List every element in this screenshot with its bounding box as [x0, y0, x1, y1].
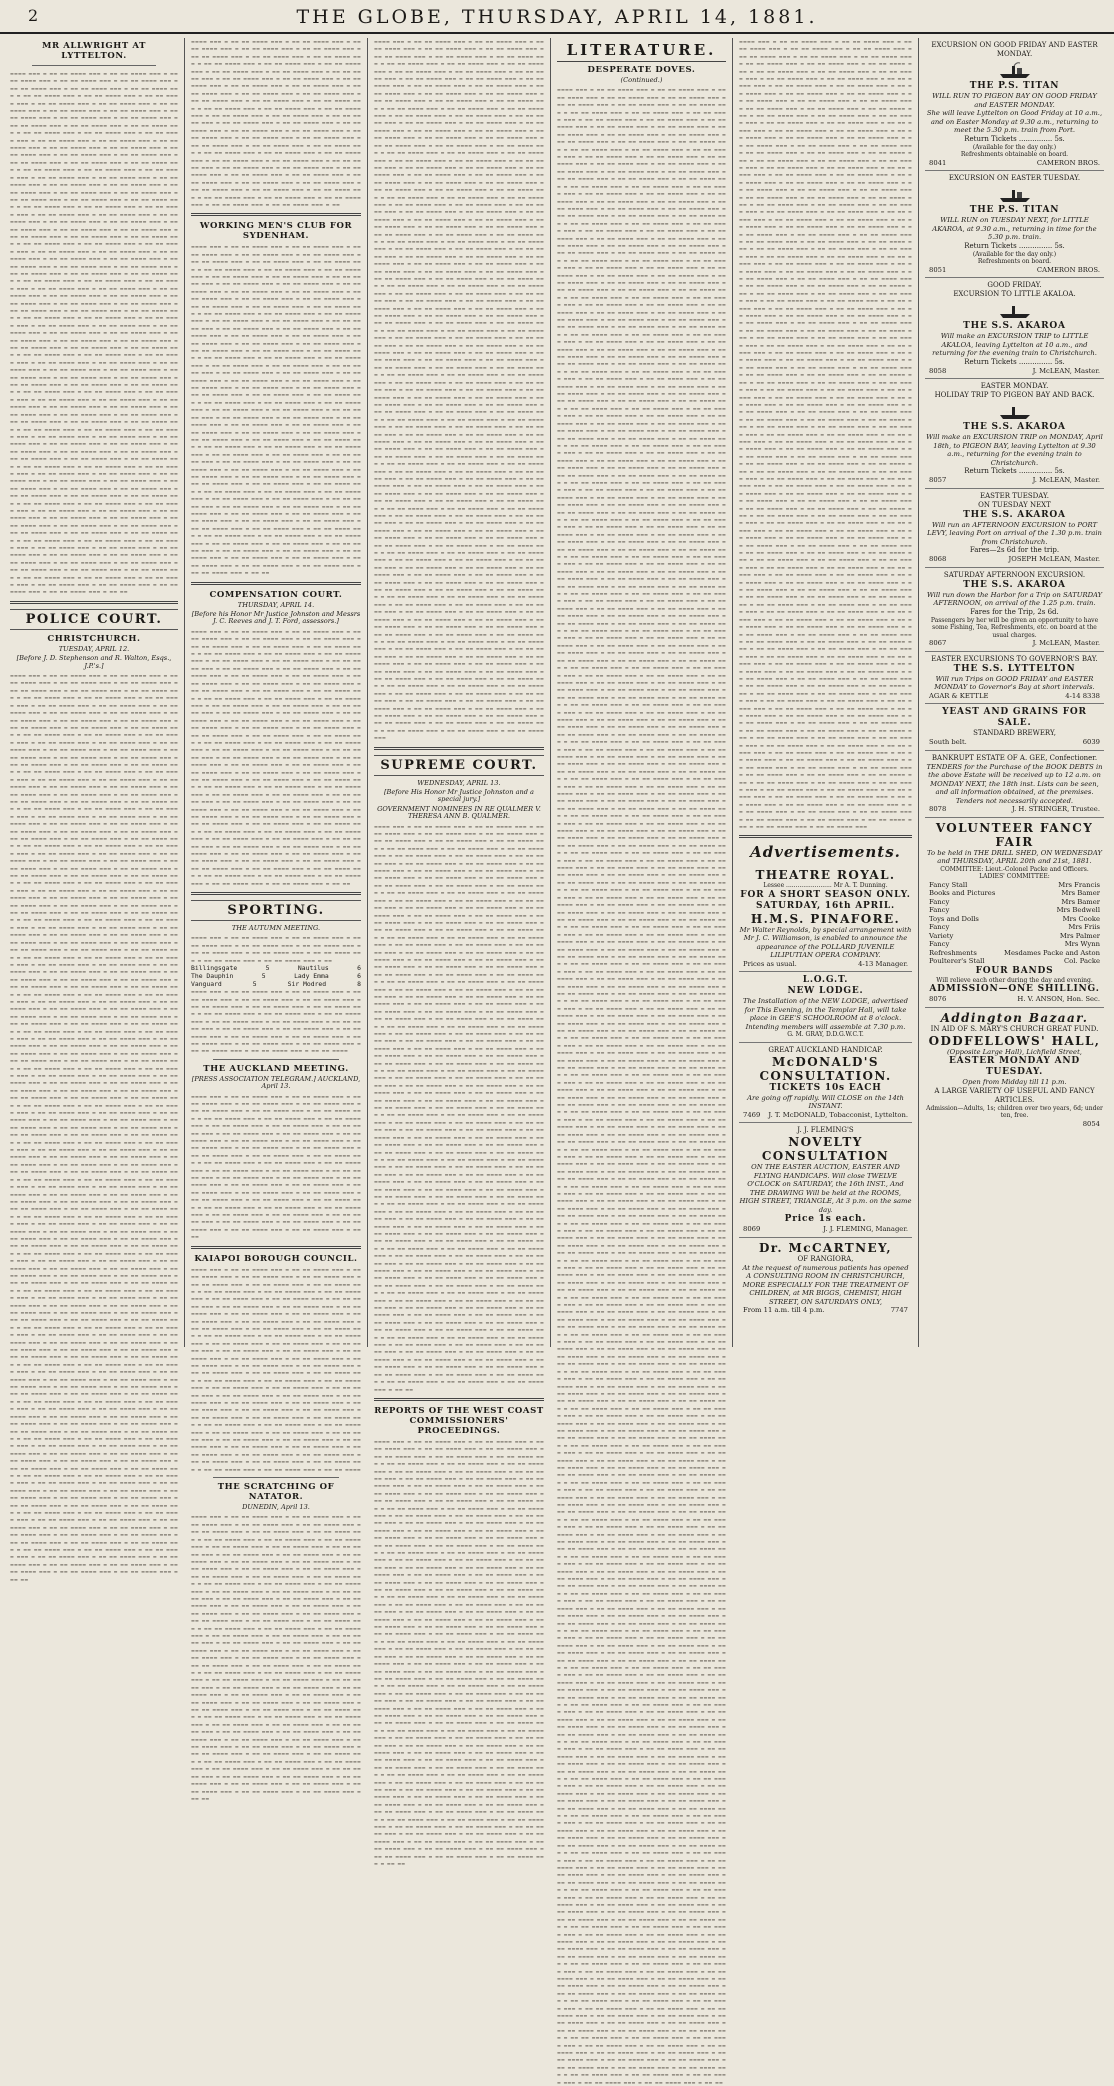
sporting-subheading: THE AUTUMN MEETING.: [231, 924, 321, 933]
compensation-court-bench: [Before his Honor Mr Justice Johnston and Messrs J. C. Reeves and J. T. Ford, assessors.]: [191, 610, 361, 626]
supreme-court-heading: SUPREME COURT.: [374, 755, 544, 776]
column-4: [550, 38, 732, 2085]
advertisements-heading: Advertisements.: [750, 843, 901, 862]
compensation-court-heading: COMPENSATION COURT.: [209, 589, 343, 600]
supreme-court-date: WEDNESDAY, APRIL 13.: [417, 778, 501, 787]
steamship-icon: [998, 301, 1032, 319]
kaiapoi-council-body: ▬▬▬▬ ▬▬▬ ▬ ▬▬ ▬▬ ▬▬▬▬ ▬▬▬ ▬ ▬▬ ▬▬ ▬▬▬▬ ▬▬▬ ▬ ▬▬ ▬▬ ▬▬▬▬ ▬▬▬ ▬ ▬▬ ▬▬ ▬▬▬▬ ▬▬▬ ▬ ▬▬ ▬▬ ▬▬▬▬ ▬▬▬ ▬ ▬▬ ▬▬ ▬▬▬▬ ▬▬▬ ▬ ▬▬ ▬▬ ▬▬▬▬ ▬▬▬ ▬ ▬▬ ▬▬ ▬▬▬▬ ▬▬▬ ▬ ▬▬ ▬▬ ▬▬▬▬ ▬▬▬ ▬ ▬▬ ▬▬ ▬▬▬▬ ▬▬▬ ▬ ▬▬ ▬▬ ▬▬▬▬ ▬▬▬ ▬ ▬▬ ▬▬ ▬▬▬▬ ▬▬▬ ▬ ▬▬ ▬▬ ▬▬▬▬ ▬▬▬ ▬ ▬▬ ▬▬ ▬▬▬▬ ▬▬▬ ▬ ▬▬ ▬▬ ▬▬▬▬ ▬▬▬ ▬ ▬▬ ▬▬ ▬▬▬▬ ▬▬▬ ▬ ▬▬ ▬▬ ▬▬▬▬ ▬▬▬ ▬ ▬▬ ▬▬ ▬▬▬▬ ▬▬▬ ▬ ▬▬ ▬▬ ▬▬▬▬ ▬▬▬ ▬ ▬▬ ▬▬ ▬▬▬▬ ▬▬▬ ▬ ▬▬ ▬▬ ▬▬▬▬ ▬▬▬ ▬ ▬▬ ▬▬ ▬▬▬▬ ▬▬▬ ▬ ▬▬ ▬▬ ▬▬▬▬ ▬▬▬ ▬ ▬▬ ▬▬ ▬▬▬▬ ▬▬▬ ▬ ▬▬ ▬▬ ▬▬▬▬ ▬▬▬ ▬ ▬▬ ▬▬ ▬▬▬▬ ▬▬▬ ▬ ▬▬ ▬▬ ▬▬▬▬ ▬▬▬ ▬ ▬▬ ▬▬ ▬▬▬▬ ▬▬▬ ▬ ▬▬ ▬▬ ▬▬▬▬ ▬▬▬ ▬ ▬▬ ▬▬ ▬▬▬▬ ▬▬▬ ▬ ▬▬ ▬▬ ▬▬▬▬ ▬▬▬ ▬ ▬▬ ▬▬ ▬▬▬▬ ▬▬▬ ▬ ▬▬ ▬▬ ▬▬▬▬ ▬▬▬ ▬ ▬▬ ▬▬ ▬▬▬▬ ▬▬▬ ▬ ▬▬ ▬▬ ▬▬▬▬ ▬▬▬ ▬ ▬▬ ▬▬ ▬▬▬▬ ▬▬▬ ▬ ▬▬ ▬▬ ▬▬▬▬ ▬▬▬ ▬ ▬▬ ▬▬ ▬▬▬▬ ▬▬▬ ▬ ▬▬ ▬▬ ▬▬▬▬ ▬▬▬ ▬ ▬▬ ▬▬ ▬▬▬▬ ▬▬▬ ▬ ▬▬ ▬▬ ▬▬▬▬ ▬▬▬ ▬ ▬▬ ▬▬ ▬▬▬▬ ▬▬▬ ▬ ▬▬ ▬▬ ▬▬▬▬ ▬▬▬ ▬ ▬▬ ▬▬ ▬▬▬▬ ▬▬▬ ▬ ▬▬ ▬▬ ▬▬▬▬ ▬▬▬ ▬ ▬▬ ▬▬ ▬▬▬▬ ▬▬▬ ▬ ▬▬ ▬▬ ▬▬▬▬ ▬▬▬ ▬ ▬▬ ▬▬ ▬▬▬▬ ▬▬▬ ▬ ▬▬ ▬▬ ▬▬▬▬ ▬▬▬ ▬ ▬▬ ▬▬ ▬▬▬▬ ▬▬▬ ▬ ▬▬ ▬▬ ▬▬▬▬ ▬▬▬ ▬ ▬▬ ▬▬ ▬▬▬▬ ▬▬▬ ▬ ▬▬ ▬▬ ▬▬▬▬ ▬▬▬ ▬ ▬▬ ▬▬ ▬▬▬▬ ▬▬▬ ▬ ▬▬ ▬▬ ▬▬▬▬ ▬▬▬ ▬ ▬▬ ▬▬ ▬▬▬▬ ▬▬▬ ▬ ▬▬ ▬▬ ▬▬▬▬ ▬▬▬ ▬ ▬▬ ▬▬ ▬▬▬▬ ▬▬▬ ▬ ▬▬ ▬▬ ▬▬▬▬ ▬▬▬ ▬ ▬▬ ▬▬ ▬▬▬▬ ▬▬▬ ▬ ▬▬ ▬▬ ▬▬▬▬ ▬▬▬ ▬ ▬▬ ▬▬ ▬▬▬▬ ▬▬▬ ▬ ▬▬ ▬▬ ▬▬▬▬ ▬▬▬ ▬ ▬▬ ▬▬ ▬▬▬▬ ▬▬▬ ▬ ▬▬ ▬▬ ▬▬▬▬ ▬▬▬ ▬ ▬▬ ▬▬ ▬▬▬▬ ▬▬▬ ▬ ▬▬ ▬▬ ▬▬▬▬ ▬▬▬ ▬ ▬▬ ▬▬ ▬▬▬▬ ▬▬▬ ▬ ▬▬ ▬▬ ▬▬▬▬ ▬▬▬ ▬ ▬▬ ▬▬ ▬▬▬▬ ▬▬▬ ▬ ▬▬ ▬▬ ▬▬▬▬ ▬▬▬ ▬ ▬▬ ▬▬ ▬▬▬▬ ▬▬▬ ▬ ▬▬ ▬▬ ▬▬▬▬ ▬▬▬ ▬ ▬▬ ▬▬ ▬▬▬▬ ▬▬▬ ▬ ▬▬ ▬▬ ▬▬▬▬ ▬▬▬ ▬ ▬▬ ▬▬ ▬▬▬▬ ▬▬▬ ▬ ▬▬ ▬▬ ▬▬▬▬ ▬▬▬ ▬ ▬▬ ▬▬ ▬▬▬▬ ▬▬▬ ▬ ▬▬ ▬▬ ▬▬▬▬: [191, 1266, 361, 1472]
sporting-heading: SPORTING.: [191, 900, 361, 921]
police-court-body: ▬▬▬▬ ▬▬▬ ▬ ▬▬ ▬▬ ▬▬▬▬ ▬▬▬ ▬ ▬▬ ▬▬ ▬▬▬▬ ▬▬▬ ▬ ▬▬ ▬▬ ▬▬▬▬ ▬▬▬ ▬ ▬▬ ▬▬ ▬▬▬▬ ▬▬▬ ▬ ▬▬ ▬▬ ▬▬▬▬ ▬▬▬ ▬ ▬▬ ▬▬ ▬▬▬▬ ▬▬▬ ▬ ▬▬ ▬▬ ▬▬▬▬ ▬▬▬ ▬ ▬▬ ▬▬ ▬▬▬▬ ▬▬▬ ▬ ▬▬ ▬▬ ▬▬▬▬ ▬▬▬ ▬ ▬▬ ▬▬ ▬▬▬▬ ▬▬▬ ▬ ▬▬ ▬▬ ▬▬▬▬ ▬▬▬ ▬ ▬▬ ▬▬ ▬▬▬▬ ▬▬▬ ▬ ▬▬ ▬▬ ▬▬▬▬ ▬▬▬ ▬ ▬▬ ▬▬ ▬▬▬▬ ▬▬▬ ▬ ▬▬ ▬▬ ▬▬▬▬ ▬▬▬ ▬ ▬▬ ▬▬ ▬▬▬▬ ▬▬▬ ▬ ▬▬ ▬▬ ▬▬▬▬ ▬▬▬ ▬ ▬▬ ▬▬ ▬▬▬▬ ▬▬▬ ▬ ▬▬ ▬▬ ▬▬▬▬ ▬▬▬ ▬ ▬▬ ▬▬ ▬▬▬▬ ▬▬▬ ▬ ▬▬ ▬▬ ▬▬▬▬ ▬▬▬ ▬ ▬▬ ▬▬ ▬▬▬▬ ▬▬▬ ▬ ▬▬ ▬▬ ▬▬▬▬ ▬▬▬ ▬ ▬▬ ▬▬ ▬▬▬▬ ▬▬▬ ▬ ▬▬ ▬▬ ▬▬▬▬ ▬▬▬ ▬ ▬▬ ▬▬ ▬▬▬▬ ▬▬▬ ▬ ▬▬ ▬▬ ▬▬▬▬ ▬▬▬ ▬ ▬▬ ▬▬ ▬▬▬▬ ▬▬▬ ▬ ▬▬ ▬▬ ▬▬▬▬ ▬▬▬ ▬ ▬▬ ▬▬ ▬▬▬▬ ▬▬▬ ▬ ▬▬ ▬▬ ▬▬▬▬ ▬▬▬ ▬ ▬▬ ▬▬ ▬▬▬▬ ▬▬▬ ▬ ▬▬ ▬▬ ▬▬▬▬ ▬▬▬ ▬ ▬▬ ▬▬ ▬▬▬▬ ▬▬▬ ▬ ▬▬ ▬▬ ▬▬▬▬ ▬▬▬ ▬ ▬▬ ▬▬ ▬▬▬▬ ▬▬▬ ▬ ▬▬ ▬▬ ▬▬▬▬ ▬▬▬ ▬ ▬▬ ▬▬ ▬▬▬▬ ▬▬▬ ▬ ▬▬ ▬▬ ▬▬▬▬ ▬▬▬ ▬ ▬▬ ▬▬ ▬▬▬▬ ▬▬▬ ▬ ▬▬ ▬▬ ▬▬▬▬ ▬▬▬ ▬ ▬▬ ▬▬ ▬▬▬▬ ▬▬▬ ▬ ▬▬ ▬▬ ▬▬▬▬ ▬▬▬ ▬ ▬▬ ▬▬ ▬▬▬▬ ▬▬▬ ▬ ▬▬ ▬▬ ▬▬▬▬ ▬▬▬ ▬ ▬▬ ▬▬ ▬▬▬▬ ▬▬▬ ▬ ▬▬ ▬▬ ▬▬▬▬ ▬▬▬ ▬ ▬▬ ▬▬ ▬▬▬▬ ▬▬▬ ▬ ▬▬ ▬▬ ▬▬▬▬ ▬▬▬ ▬ ▬▬ ▬▬ ▬▬▬▬ ▬▬▬ ▬ ▬▬ ▬▬ ▬▬▬▬ ▬▬▬ ▬ ▬▬ ▬▬ ▬▬▬▬ ▬▬▬ ▬ ▬▬ ▬▬ ▬▬▬▬ ▬▬▬ ▬ ▬▬ ▬▬ ▬▬▬▬ ▬▬▬ ▬ ▬▬ ▬▬ ▬▬▬▬ ▬▬▬ ▬ ▬▬ ▬▬ ▬▬▬▬ ▬▬▬ ▬ ▬▬ ▬▬ ▬▬▬▬ ▬▬▬ ▬ ▬▬ ▬▬ ▬▬▬▬ ▬▬▬ ▬ ▬▬ ▬▬ ▬▬▬▬ ▬▬▬ ▬ ▬▬ ▬▬ ▬▬▬▬ ▬▬▬ ▬ ▬▬ ▬▬ ▬▬▬▬ ▬▬▬ ▬ ▬▬ ▬▬ ▬▬▬▬ ▬▬▬ ▬ ▬▬ ▬▬ ▬▬▬▬ ▬▬▬ ▬ ▬▬ ▬▬ ▬▬▬▬ ▬▬▬ ▬ ▬▬ ▬▬ ▬▬▬▬ ▬▬▬ ▬ ▬▬ ▬▬ ▬▬▬▬ ▬▬▬ ▬ ▬▬ ▬▬ ▬▬▬▬ ▬▬▬ ▬ ▬▬ ▬▬ ▬▬▬▬ ▬▬▬ ▬ ▬▬ ▬▬ ▬▬▬▬ ▬▬▬ ▬ ▬▬ ▬▬ ▬▬▬▬ ▬▬▬ ▬ ▬▬ ▬▬ ▬▬▬▬ ▬▬▬ ▬ ▬▬ ▬▬ ▬▬▬▬ ▬▬▬ ▬ ▬▬ ▬▬ ▬▬▬▬ ▬▬▬ ▬ ▬▬ ▬▬ ▬▬▬▬ ▬▬▬ ▬ ▬▬ ▬▬ ▬▬▬▬ ▬▬▬ ▬ ▬▬ ▬▬ ▬▬▬▬ ▬▬▬ ▬ ▬▬ ▬▬ ▬▬▬▬ ▬▬▬ ▬ ▬▬ ▬▬ ▬▬▬▬ ▬▬▬ ▬ ▬▬ ▬▬ ▬▬▬▬ ▬▬▬ ▬ ▬▬ ▬▬ ▬▬▬▬ ▬▬▬ ▬ ▬▬ ▬▬ ▬▬▬▬ ▬▬▬ ▬ ▬▬ ▬▬ ▬▬▬▬ ▬▬▬ ▬ ▬▬ ▬▬ ▬▬▬▬ ▬▬▬ ▬ ▬▬ ▬▬ ▬▬▬▬ ▬▬▬ ▬ ▬▬ ▬▬ ▬▬▬▬ ▬▬▬ ▬ ▬▬ ▬▬ ▬▬▬▬ ▬▬▬ ▬ ▬▬ ▬▬ ▬▬▬▬ ▬▬▬ ▬ ▬▬ ▬▬ ▬▬▬▬ ▬▬▬ ▬ ▬▬ ▬▬ ▬▬▬▬ ▬▬▬ ▬ ▬▬ ▬▬ ▬▬▬▬ ▬▬▬ ▬ ▬▬ ▬▬ ▬▬▬▬ ▬▬▬ ▬ ▬▬ ▬▬ ▬▬▬▬ ▬▬▬ ▬ ▬▬ ▬▬ ▬▬▬▬ ▬▬▬ ▬ ▬▬ ▬▬ ▬▬▬▬ ▬▬▬ ▬ ▬▬ ▬▬ ▬▬▬▬ ▬▬▬ ▬ ▬▬ ▬▬ ▬▬▬▬ ▬▬▬ ▬ ▬▬ ▬▬ ▬▬▬▬ ▬▬▬ ▬ ▬▬ ▬▬ ▬▬▬▬ ▬▬▬ ▬ ▬▬ ▬▬ ▬▬▬▬ ▬▬▬ ▬ ▬▬ ▬▬ ▬▬▬▬ ▬▬▬ ▬ ▬▬ ▬▬ ▬▬▬▬ ▬▬▬ ▬ ▬▬ ▬▬ ▬▬▬▬ ▬▬▬ ▬ ▬▬ ▬▬ ▬▬▬▬ ▬▬▬ ▬ ▬▬ ▬▬ ▬▬▬▬ ▬▬▬ ▬ ▬▬ ▬▬ ▬▬▬▬ ▬▬▬ ▬ ▬▬ ▬▬ ▬▬▬▬ ▬▬▬ ▬ ▬▬ ▬▬ ▬▬▬▬ ▬▬▬ ▬ ▬▬ ▬▬ ▬▬▬▬ ▬▬▬ ▬ ▬▬ ▬▬ ▬▬▬▬ ▬▬▬ ▬ ▬▬ ▬▬ ▬▬▬▬ ▬▬▬ ▬ ▬▬ ▬▬ ▬▬▬▬ ▬▬▬ ▬ ▬▬ ▬▬ ▬▬▬▬ ▬▬▬ ▬ ▬▬ ▬▬ ▬▬▬▬ ▬▬▬ ▬ ▬▬ ▬▬ ▬▬▬▬ ▬▬▬ ▬ ▬▬ ▬▬ ▬▬▬▬ ▬▬▬ ▬ ▬▬ ▬▬ ▬▬▬▬ ▬▬▬ ▬ ▬▬ ▬▬ ▬▬▬▬ ▬▬▬ ▬ ▬▬ ▬▬ ▬▬▬▬ ▬▬▬ ▬ ▬▬ ▬▬ ▬▬▬▬ ▬▬▬ ▬ ▬▬ ▬▬ ▬▬▬▬ ▬▬▬ ▬ ▬▬ ▬▬ ▬▬▬▬ ▬▬▬ ▬ ▬▬ ▬▬ ▬▬▬▬ ▬▬▬ ▬ ▬▬ ▬▬ ▬▬▬▬ ▬▬▬ ▬ ▬▬ ▬▬ ▬▬▬▬ ▬▬▬ ▬ ▬▬ ▬▬ ▬▬▬▬ ▬▬▬ ▬ ▬▬ ▬▬ ▬▬▬▬ ▬▬▬ ▬ ▬▬ ▬▬ ▬▬▬▬ ▬▬▬ ▬ ▬▬ ▬▬ ▬▬▬▬ ▬▬▬ ▬ ▬▬ ▬▬ ▬▬▬▬ ▬▬▬ ▬ ▬▬ ▬▬ ▬▬▬▬ ▬▬▬ ▬ ▬▬ ▬▬ ▬▬▬▬ ▬▬▬ ▬ ▬▬ ▬▬ ▬▬▬▬ ▬▬▬ ▬ ▬▬ ▬▬ ▬▬▬▬ ▬▬▬ ▬ ▬▬ ▬▬ ▬▬▬▬ ▬▬▬ ▬ ▬▬ ▬▬ ▬▬▬▬ ▬▬▬ ▬ ▬▬ ▬▬ ▬▬▬▬ ▬▬▬ ▬ ▬▬ ▬▬ ▬▬▬▬ ▬▬▬ ▬ ▬▬ ▬▬ ▬▬▬▬ ▬▬▬ ▬ ▬▬ ▬▬ ▬▬▬▬ ▬▬▬ ▬ ▬▬ ▬▬ ▬▬▬▬ ▬▬▬ ▬ ▬▬ ▬▬ ▬▬▬▬ ▬▬▬ ▬ ▬▬ ▬▬ ▬▬▬▬ ▬▬▬ ▬ ▬▬ ▬▬ ▬▬▬▬ ▬▬▬ ▬ ▬▬ ▬▬ ▬▬▬▬ ▬▬▬ ▬ ▬▬ ▬▬ ▬▬▬▬ ▬▬▬ ▬ ▬▬ ▬▬ ▬▬▬▬ ▬▬▬ ▬ ▬▬ ▬▬ ▬▬▬▬ ▬▬▬ ▬ ▬▬ ▬▬ ▬▬▬▬ ▬▬▬ ▬ ▬▬ ▬▬ ▬▬▬▬ ▬▬▬ ▬ ▬▬ ▬▬ ▬▬▬▬ ▬▬▬ ▬ ▬▬ ▬▬ ▬▬▬▬ ▬▬▬ ▬ ▬▬ ▬▬ ▬▬▬▬ ▬▬▬ ▬ ▬▬ ▬▬ ▬▬▬▬ ▬▬▬ ▬ ▬▬ ▬▬ ▬▬▬▬ ▬▬▬ ▬ ▬▬ ▬▬ ▬▬▬▬ ▬▬▬ ▬ ▬▬ ▬▬ ▬▬▬▬ ▬▬▬ ▬ ▬▬ ▬▬ ▬▬▬▬ ▬▬▬ ▬ ▬▬ ▬▬ ▬▬▬▬ ▬▬▬ ▬ ▬▬ ▬▬ ▬▬▬▬ ▬▬▬ ▬ ▬▬ ▬▬ ▬▬▬▬ ▬▬▬ ▬ ▬▬ ▬▬ ▬▬▬▬ ▬▬▬ ▬ ▬▬ ▬▬ ▬▬▬▬ ▬▬▬ ▬ ▬▬ ▬▬ ▬▬▬▬ ▬▬▬ ▬ ▬▬ ▬▬ ▬▬▬▬ ▬▬▬ ▬ ▬▬ ▬▬ ▬▬▬▬ ▬▬▬ ▬ ▬▬ ▬▬ ▬▬▬▬ ▬▬▬ ▬ ▬▬ ▬▬ ▬▬▬▬ ▬▬▬ ▬ ▬▬ ▬▬ ▬▬▬▬ ▬▬▬ ▬ ▬▬ ▬▬ ▬▬▬▬ ▬▬▬ ▬ ▬▬ ▬▬ ▬▬▬▬ ▬▬▬ ▬ ▬▬ ▬▬ ▬▬▬▬ ▬▬▬ ▬ ▬▬ ▬▬ ▬▬▬▬ ▬▬▬ ▬ ▬▬ ▬▬ ▬▬▬▬ ▬▬▬ ▬ ▬▬ ▬▬ ▬▬▬▬ ▬▬▬ ▬ ▬▬ ▬▬ ▬▬▬▬ ▬▬▬ ▬ ▬▬ ▬▬ ▬▬▬▬ ▬▬▬ ▬ ▬▬ ▬▬ ▬▬▬▬ ▬▬▬ ▬ ▬▬ ▬▬ ▬▬▬▬ ▬▬▬ ▬ ▬▬ ▬▬ ▬▬▬▬ ▬▬▬ ▬ ▬▬ ▬▬ ▬▬▬▬ ▬▬▬ ▬ ▬▬ ▬▬ ▬▬▬▬ ▬▬▬ ▬ ▬▬ ▬▬ ▬▬▬▬ ▬▬▬ ▬ ▬▬ ▬▬ ▬▬▬▬ ▬▬▬ ▬ ▬▬ ▬▬ ▬▬▬▬ ▬▬▬ ▬ ▬▬ ▬▬ ▬▬▬▬ ▬▬▬ ▬ ▬▬ ▬▬ ▬▬▬▬ ▬▬▬ ▬ ▬▬ ▬▬ ▬▬▬▬ ▬▬▬ ▬ ▬▬ ▬▬ ▬▬▬▬ ▬▬▬ ▬ ▬▬ ▬▬ ▬▬▬▬ ▬▬▬ ▬ ▬▬ ▬▬ ▬▬▬▬ ▬▬▬ ▬ ▬▬ ▬▬ ▬▬▬▬ ▬▬▬ ▬ ▬▬ ▬▬ ▬▬▬▬ ▬▬▬ ▬ ▬▬ ▬▬ ▬▬▬▬ ▬▬▬ ▬ ▬▬ ▬▬ ▬▬▬▬ ▬▬▬ ▬ ▬▬ ▬▬ ▬▬▬▬ ▬▬▬ ▬ ▬▬ ▬▬ ▬▬▬▬ ▬▬▬ ▬ ▬▬ ▬▬ ▬▬▬▬ ▬▬▬ ▬ ▬▬ ▬▬ ▬▬▬▬ ▬▬▬ ▬ ▬▬ ▬▬ ▬▬▬▬ ▬▬▬ ▬ ▬▬ ▬▬ ▬▬▬▬ ▬▬▬ ▬ ▬▬ ▬▬ ▬▬▬▬ ▬▬▬ ▬ ▬▬ ▬▬ ▬▬▬▬ ▬▬▬ ▬ ▬▬ ▬▬ ▬▬▬▬ ▬▬▬ ▬ ▬▬ ▬▬ ▬▬▬▬ ▬▬▬ ▬ ▬▬ ▬▬ ▬▬▬▬ ▬▬▬ ▬ ▬▬ ▬▬ ▬▬▬▬ ▬▬▬ ▬ ▬▬ ▬▬ ▬▬▬▬ ▬▬▬ ▬ ▬▬ ▬▬ ▬▬▬▬ ▬▬▬ ▬ ▬▬ ▬▬ ▬▬▬▬ ▬▬▬ ▬ ▬▬ ▬▬ ▬▬▬▬ ▬▬▬ ▬ ▬▬ ▬▬ ▬▬▬▬ ▬▬▬ ▬ ▬▬ ▬▬ ▬▬▬▬ ▬▬▬ ▬ ▬▬ ▬▬ ▬▬▬▬ ▬▬▬ ▬ ▬▬ ▬▬ ▬▬▬▬ ▬▬▬ ▬ ▬▬ ▬▬ ▬▬▬▬ ▬▬▬ ▬ ▬▬ ▬▬ ▬▬▬▬ ▬▬▬ ▬ ▬▬ ▬▬ ▬▬▬▬ ▬▬▬ ▬ ▬▬ ▬▬ ▬▬▬▬ ▬▬▬ ▬ ▬▬ ▬▬ ▬▬▬▬ ▬▬▬ ▬ ▬▬ ▬▬ ▬▬▬▬ ▬▬▬ ▬ ▬▬ ▬▬ ▬▬▬▬ ▬▬▬ ▬ ▬▬ ▬▬ ▬▬▬▬ ▬▬▬ ▬ ▬▬ ▬▬ ▬▬▬▬ ▬▬▬ ▬ ▬▬ ▬▬ ▬▬▬▬ ▬▬▬ ▬ ▬▬ ▬▬ ▬▬▬▬ ▬▬▬ ▬ ▬▬ ▬▬ ▬▬▬▬ ▬▬▬ ▬ ▬▬ ▬▬ ▬▬▬▬ ▬▬▬ ▬ ▬▬ ▬▬ ▬▬▬▬ ▬▬▬ ▬ ▬▬ ▬▬ ▬▬▬▬ ▬▬▬ ▬ ▬▬ ▬▬ ▬▬▬▬ ▬▬▬ ▬ ▬▬ ▬▬ ▬▬▬▬ ▬▬▬ ▬ ▬▬ ▬▬ ▬▬▬▬ ▬▬▬ ▬ ▬▬ ▬▬ ▬▬▬▬ ▬▬▬ ▬ ▬▬ ▬▬ ▬▬▬▬ ▬▬▬ ▬ ▬▬ ▬▬ ▬▬▬▬ ▬▬▬ ▬ ▬▬ ▬▬ ▬▬▬▬ ▬▬▬ ▬ ▬▬ ▬▬ ▬▬▬▬ ▬▬▬ ▬ ▬▬ ▬▬ ▬▬▬▬ ▬▬▬ ▬ ▬▬ ▬▬ ▬▬▬▬ ▬▬▬ ▬ ▬▬ ▬▬ ▬▬▬▬ ▬▬▬ ▬ ▬▬ ▬▬ ▬▬▬▬ ▬▬▬ ▬ ▬▬ ▬▬ ▬▬▬▬ ▬▬▬ ▬ ▬▬ ▬▬ ▬▬▬▬ ▬▬▬ ▬ ▬▬ ▬▬ ▬▬▬▬ ▬▬▬ ▬ ▬▬ ▬▬ ▬▬▬▬ ▬▬▬ ▬ ▬▬ ▬▬ ▬▬▬▬ ▬▬▬ ▬ ▬▬ ▬▬ ▬▬▬▬ ▬▬▬ ▬ ▬▬ ▬▬ ▬▬▬▬ ▬▬▬ ▬ ▬▬ ▬▬ ▬▬▬▬ ▬▬▬ ▬ ▬▬ ▬▬ ▬▬▬▬ ▬▬▬ ▬ ▬▬ ▬▬ ▬▬▬▬ ▬▬▬ ▬ ▬▬ ▬▬ ▬▬▬▬ ▬▬▬ ▬ ▬▬ ▬▬ ▬▬▬▬ ▬▬▬ ▬ ▬▬ ▬▬ ▬▬▬▬ ▬▬▬ ▬ ▬▬ ▬▬ ▬▬▬▬ ▬▬▬ ▬ ▬▬ ▬▬ ▬▬▬▬ ▬▬▬ ▬ ▬▬ ▬▬ ▬▬▬▬ ▬▬▬ ▬ ▬▬ ▬▬ ▬▬▬▬ ▬▬▬ ▬ ▬▬ ▬▬ ▬▬▬▬ ▬▬▬ ▬ ▬▬ ▬▬ ▬▬▬▬ ▬▬▬ ▬ ▬▬ ▬▬ ▬▬▬▬ ▬▬▬ ▬ ▬▬ ▬▬ ▬▬▬▬ ▬▬▬ ▬ ▬▬ ▬▬ ▬▬▬▬ ▬▬▬ ▬ ▬▬ ▬▬ ▬▬▬▬ ▬▬▬ ▬ ▬▬ ▬▬ ▬▬▬▬ ▬▬▬ ▬ ▬▬ ▬▬ ▬▬▬▬ ▬▬▬ ▬ ▬▬ ▬▬ ▬▬▬▬ ▬▬▬ ▬ ▬▬ ▬▬ ▬▬▬▬ ▬▬▬ ▬ ▬▬ ▬▬ ▬▬▬▬ ▬▬▬ ▬ ▬▬ ▬▬ ▬▬▬▬ ▬▬▬ ▬ ▬▬ ▬▬ ▬▬▬▬ ▬▬▬ ▬ ▬▬ ▬▬ ▬▬▬▬ ▬▬▬ ▬ ▬▬ ▬▬ ▬▬▬▬ ▬▬▬ ▬ ▬▬ ▬▬ ▬▬▬▬ ▬▬▬ ▬ ▬▬ ▬▬ ▬▬▬▬ ▬▬▬ ▬ ▬▬ ▬▬ ▬▬▬▬ ▬▬▬ ▬ ▬▬ ▬▬ ▬▬▬▬ ▬▬▬ ▬ ▬▬ ▬▬ ▬▬▬▬ ▬▬▬ ▬ ▬▬ ▬▬ ▬▬▬▬ ▬▬▬ ▬ ▬▬ ▬▬ ▬▬▬▬ ▬▬▬ ▬ ▬▬ ▬▬ ▬▬▬▬ ▬▬▬ ▬ ▬▬ ▬▬ ▬▬▬▬ ▬▬▬ ▬ ▬▬ ▬▬ ▬▬▬▬ ▬▬▬ ▬ ▬▬ ▬▬ ▬▬▬▬ ▬▬▬ ▬ ▬▬ ▬▬ ▬▬▬▬ ▬▬▬ ▬ ▬▬ ▬▬ ▬▬▬▬ ▬▬▬ ▬ ▬▬ ▬▬ ▬▬▬▬ ▬▬▬ ▬ ▬▬ ▬▬ ▬▬▬▬ ▬▬▬ ▬ ▬▬ ▬▬ ▬▬▬▬ ▬▬▬ ▬ ▬▬ ▬▬ ▬▬▬▬ ▬▬▬ ▬ ▬▬ ▬▬ ▬▬▬▬ ▬▬▬ ▬ ▬▬ ▬▬ ▬▬▬▬ ▬▬▬ ▬ ▬▬ ▬▬ ▬▬▬▬ ▬▬▬ ▬ ▬▬ ▬▬ ▬▬▬▬ ▬▬▬ ▬ ▬▬ ▬▬ ▬▬▬▬ ▬▬▬ ▬ ▬▬ ▬▬ ▬▬▬▬ ▬▬▬ ▬ ▬▬ ▬▬ ▬▬▬▬ ▬▬▬ ▬ ▬▬ ▬▬ ▬▬▬▬ ▬▬▬ ▬ ▬▬ ▬▬ ▬▬▬▬ ▬▬▬ ▬ ▬▬ ▬▬ ▬▬▬▬ ▬▬▬ ▬ ▬▬ ▬▬ ▬▬▬▬ ▬▬▬ ▬ ▬▬ ▬▬ ▬▬▬▬ ▬▬▬ ▬ ▬▬ ▬▬ ▬▬▬▬ ▬▬▬ ▬ ▬▬ ▬▬ ▬▬▬▬ ▬▬▬ ▬ ▬▬ ▬▬ ▬▬▬▬ ▬▬▬ ▬ ▬▬ ▬▬ ▬▬▬▬ ▬▬▬ ▬ ▬▬ ▬▬ ▬▬▬▬ ▬▬▬ ▬ ▬▬ ▬▬ ▬▬▬▬ ▬▬▬ ▬ ▬▬ ▬▬ ▬▬▬▬ ▬▬▬ ▬ ▬▬ ▬▬ ▬▬▬▬ ▬▬▬ ▬ ▬▬ ▬▬ ▬▬▬▬ ▬▬▬ ▬ ▬▬ ▬▬ ▬▬▬▬ ▬▬▬ ▬ ▬▬ ▬▬ ▬▬▬▬ ▬▬▬ ▬ ▬▬ ▬▬ ▬▬▬▬ ▬▬▬ ▬ ▬▬ ▬▬ ▬▬▬▬ ▬▬▬ ▬ ▬▬ ▬▬ ▬▬▬▬ ▬▬▬ ▬ ▬▬ ▬▬ ▬▬▬▬ ▬▬▬ ▬ ▬▬ ▬▬ ▬▬▬▬ ▬▬▬ ▬ ▬▬ ▬▬ ▬▬▬▬ ▬▬▬ ▬ ▬▬ ▬▬ ▬▬▬▬ ▬▬▬ ▬ ▬▬ ▬▬ ▬▬▬▬ ▬▬▬ ▬ ▬▬ ▬▬ ▬▬▬▬ ▬▬▬ ▬ ▬▬ ▬▬ ▬▬▬▬ ▬▬▬ ▬ ▬▬ ▬▬ ▬▬▬▬ ▬▬▬ ▬ ▬▬ ▬▬ ▬▬▬▬ ▬▬▬ ▬ ▬▬ ▬▬ ▬▬▬▬ ▬▬▬ ▬ ▬▬ ▬▬ ▬▬▬▬ ▬▬▬ ▬ ▬▬ ▬▬ ▬▬▬▬ ▬▬▬ ▬ ▬▬ ▬▬ ▬▬▬▬ ▬▬▬ ▬ ▬▬ ▬▬ ▬▬▬▬ ▬▬▬ ▬ ▬▬ ▬▬ ▬▬▬▬ ▬▬▬ ▬ ▬▬ ▬▬ ▬▬▬▬ ▬▬▬ ▬ ▬▬ ▬▬ ▬▬▬▬ ▬▬▬ ▬ ▬▬ ▬▬ ▬▬▬▬ ▬▬▬ ▬ ▬▬ ▬▬ ▬▬▬▬ ▬▬▬ ▬ ▬▬ ▬▬ ▬▬▬▬ ▬▬▬ ▬ ▬▬ ▬▬ ▬▬▬▬ ▬▬▬ ▬ ▬▬ ▬▬ ▬▬▬▬ ▬▬▬ ▬ ▬▬ ▬▬ ▬▬▬▬ ▬▬▬ ▬ ▬▬ ▬▬ ▬▬▬▬ ▬▬▬ ▬ ▬▬ ▬▬ ▬▬▬▬ ▬▬▬ ▬ ▬▬ ▬▬: [10, 673, 178, 1582]
column-2-continued-text: ▬▬▬▬ ▬▬▬ ▬ ▬▬ ▬▬ ▬▬▬▬ ▬▬▬ ▬ ▬▬ ▬▬ ▬▬▬▬ ▬▬▬ ▬ ▬▬ ▬▬ ▬▬▬▬ ▬▬▬ ▬ ▬▬ ▬▬ ▬▬▬▬ ▬▬▬ ▬ ▬▬ ▬▬ ▬▬▬▬ ▬▬▬ ▬ ▬▬ ▬▬ ▬▬▬▬ ▬▬▬ ▬ ▬▬ ▬▬ ▬▬▬▬ ▬▬▬ ▬ ▬▬ ▬▬ ▬▬▬▬ ▬▬▬ ▬ ▬▬ ▬▬ ▬▬▬▬ ▬▬▬ ▬ ▬▬ ▬▬ ▬▬▬▬ ▬▬▬ ▬ ▬▬ ▬▬ ▬▬▬▬ ▬▬▬ ▬ ▬▬ ▬▬ ▬▬▬▬ ▬▬▬ ▬ ▬▬ ▬▬ ▬▬▬▬ ▬▬▬ ▬ ▬▬ ▬▬ ▬▬▬▬ ▬▬▬ ▬ ▬▬ ▬▬ ▬▬▬▬ ▬▬▬ ▬ ▬▬ ▬▬ ▬▬▬▬ ▬▬▬ ▬ ▬▬ ▬▬ ▬▬▬▬ ▬▬▬ ▬ ▬▬ ▬▬ ▬▬▬▬ ▬▬▬ ▬ ▬▬ ▬▬ ▬▬▬▬ ▬▬▬ ▬ ▬▬ ▬▬ ▬▬▬▬ ▬▬▬ ▬ ▬▬ ▬▬ ▬▬▬▬ ▬▬▬ ▬ ▬▬ ▬▬ ▬▬▬▬ ▬▬▬ ▬ ▬▬ ▬▬ ▬▬▬▬ ▬▬▬ ▬ ▬▬ ▬▬ ▬▬▬▬ ▬▬▬ ▬ ▬▬ ▬▬ ▬▬▬▬ ▬▬▬ ▬ ▬▬ ▬▬ ▬▬▬▬ ▬▬▬ ▬ ▬▬ ▬▬ ▬▬▬▬ ▬▬▬ ▬ ▬▬ ▬▬ ▬▬▬▬ ▬▬▬ ▬ ▬▬ ▬▬ ▬▬▬▬ ▬▬▬ ▬ ▬▬ ▬▬ ▬▬▬▬ ▬▬▬ ▬ ▬▬ ▬▬ ▬▬▬▬ ▬▬▬ ▬ ▬▬ ▬▬ ▬▬▬▬ ▬▬▬ ▬ ▬▬ ▬▬ ▬▬▬▬ ▬▬▬ ▬ ▬▬ ▬▬ ▬▬▬▬ ▬▬▬ ▬ ▬▬ ▬▬ ▬▬▬▬ ▬▬▬ ▬ ▬▬ ▬▬ ▬▬▬▬ ▬▬▬ ▬ ▬▬ ▬▬ ▬▬▬▬ ▬▬▬ ▬ ▬▬ ▬▬ ▬▬▬▬ ▬▬▬ ▬ ▬▬ ▬▬ ▬▬▬▬ ▬▬▬ ▬ ▬▬ ▬▬ ▬▬▬▬ ▬▬▬ ▬ ▬▬ ▬▬ ▬▬▬▬ ▬▬▬ ▬ ▬▬ ▬▬ ▬▬▬▬ ▬▬▬ ▬ ▬▬ ▬▬ ▬▬▬▬ ▬▬▬ ▬ ▬▬ ▬▬ ▬▬▬▬ ▬▬▬ ▬ ▬▬ ▬▬ ▬▬▬▬ ▬▬▬ ▬ ▬▬ ▬▬ ▬▬▬▬ ▬▬▬ ▬ ▬▬ ▬▬ ▬▬▬▬ ▬▬▬ ▬ ▬▬ ▬▬ ▬▬▬▬ ▬▬▬ ▬ ▬▬ ▬▬ ▬▬▬▬ ▬▬▬ ▬ ▬▬ ▬▬ ▬▬▬▬ ▬▬▬ ▬ ▬▬ ▬▬ ▬▬▬▬ ▬▬▬ ▬ ▬▬ ▬▬ ▬▬▬▬ ▬▬▬ ▬ ▬▬ ▬▬ ▬▬▬▬ ▬▬▬ ▬ ▬▬ ▬▬ ▬▬▬▬ ▬▬▬ ▬ ▬▬ ▬▬ ▬▬▬▬ ▬▬▬ ▬ ▬▬ ▬▬ ▬▬▬▬ ▬▬▬ ▬ ▬▬ ▬▬ ▬▬▬▬ ▬▬▬ ▬ ▬▬ ▬▬ ▬▬▬▬ ▬▬▬ ▬ ▬▬ ▬▬ ▬▬▬▬ ▬▬▬ ▬ ▬▬ ▬▬ ▬▬▬▬ ▬▬▬ ▬ ▬▬ ▬▬ ▬▬▬▬ ▬▬▬ ▬ ▬▬ ▬▬ ▬▬▬▬ ▬▬▬ ▬ ▬▬ ▬▬ ▬▬▬▬ ▬▬▬ ▬ ▬▬ ▬▬ ▬▬▬▬ ▬▬▬ ▬ ▬▬: [191, 39, 361, 207]
betting-odds-table: [191, 964, 361, 988]
auckland-meeting-sub: [PRESS ASSOCIATION TELEGRAM.] AUCKLAND, April 13.: [191, 1074, 361, 1091]
ad-titan-good-friday: EXCURSION ON GOOD FRIDAY AND EASTER MONDAY. THE P.S. TITAN WILL RUN TO PIGEON BAY ON GOOD FRIDAY and EASTER MONDAY. She will leave Lyttelton on Good Friday at 10 a.m., and on Easter Monday at 9.30 a.m., returning to meet the 5.30 p.m. train from Port. Return Tickets ............... 5s. (Available for the day only.) Refreshments obtainable on board. 8041 CAMERON BROS.: [925, 38, 1104, 171]
fair-stalls-list: Fancy Stall Mrs Francis Books and Pictures Mrs Bamer Fancy Mrs Bamer Fancy Mrs Bedwell Toys and Dolls Mrs Cooke Fancy Mrs Friis Variety Mrs Palmer Fancy Mrs Wynn Refreshments Mesdames Packe and Aston Poulterer's Stall Col. Packe: [929, 880, 1100, 965]
supreme-court-bench: [Before His Honor Mr Justice Johnston and a special jury.]: [383, 788, 534, 804]
ad-titan-easter-tuesday: EXCURSION ON EASTER TUESDAY. THE P.S. TITAN WILL RUN on TUESDAY NEXT, for LITTLE AKAROA, at 9.30 a.m., returning in time for the 5.30 p.m. train. Return Tickets ............... 5s. (Available for the day only.) Refreshments on board. 8051 CAMERON BROS.: [925, 171, 1104, 278]
ad-dr-mccartney: Dr. McCARTNEY, OF RANGIORA, At the request of numerous patients has opened A CONSULTING ROOM IN CHRISTCHURCH, MORE ESPECIALLY FOR THE TREATMENT OF CHILDREN, at MR BIGGS, CHEMIST, HIGH STREET, ON SATURDAYS ONLY, From 11 a.m. till 4 p.m. 7747: [742, 1240, 909, 1315]
ad-yeast-grains: YEAST AND GRAINS FOR SALE. STANDARD BREWERY, South belt. 6039: [925, 704, 1104, 751]
auckland-meeting-heading: THE AUCKLAND MEETING.: [203, 1063, 349, 1074]
police-court-bench: [Before J. D. Stephenson and R. Walton, Esqs., J.P.'s.]: [16, 654, 172, 670]
odds-row: Vanguard 5 Sir Modred 8: [191, 980, 361, 989]
supreme-court-case: GOVERNMENT NOMINEES IN RE QUALMER V. THERESA ANN B. QUALMER.: [377, 804, 541, 821]
odds-row: The Dauphin 5 Lady Emma 6: [191, 972, 361, 981]
column-3: [367, 38, 550, 1867]
ad-akaroa-easter-monday: EASTER MONDAY. HOLIDAY TRIP TO PIGEON BAY AND BACK. THE S.S. AKAROA Will make an EXCURSION TRIP on MONDAY, April 18th, to PIGEON BAY, leaving Lyttelton at 9.30 a.m., returning for the evening train to Christchurch. Return Tickets ............... 5s. 8057 J. McLEAN, Master.: [925, 379, 1104, 489]
police-court-place: CHRISTCHURCH.: [47, 633, 141, 644]
compensation-court-date: THURSDAY, APRIL 14.: [237, 600, 315, 609]
ad-theatre-royal: THEATRE ROYAL. Lessee ........................ Mr A. T. Dunning. FOR A SHORT SEASON ONLY. SATURDAY, 16th APRIL. H.M.S. PINAFORE. Mr Walter Reynolds, by special arrangement with Mr J. C. Williamson, is enabled to announce the appearance of the POLLARD JUVENILE LILIPUTIAN OPERA COMPANY. Prices as usual. 4-13 Manager.: [739, 865, 912, 972]
ad-addington-bazaar: Addington Bazaar. IN AID OF S. MARY'S CHURCH GREAT FUND. ODDFELLOWS' HALL, (Opposite Large Hall), Lichfield Street, EASTER MONDAY AND TUESDAY. Open from Midday till 11 p.m. A LARGE VARIETY OF USEFUL AND FANCY ARTICLES. Admission—Adults, 1s; children over two years, 6d; under ten, free. 8054: [926, 1010, 1103, 1128]
page-number: 2: [28, 6, 40, 25]
column-3-continued-text: ▬▬▬▬ ▬▬▬ ▬ ▬▬ ▬▬ ▬▬▬▬ ▬▬▬ ▬ ▬▬ ▬▬ ▬▬▬▬ ▬▬▬ ▬ ▬▬ ▬▬ ▬▬▬▬ ▬▬▬ ▬ ▬▬ ▬▬ ▬▬▬▬ ▬▬▬ ▬ ▬▬ ▬▬ ▬▬▬▬ ▬▬▬ ▬ ▬▬ ▬▬ ▬▬▬▬ ▬▬▬ ▬ ▬▬ ▬▬ ▬▬▬▬ ▬▬▬ ▬ ▬▬ ▬▬ ▬▬▬▬ ▬▬▬ ▬ ▬▬ ▬▬ ▬▬▬▬ ▬▬▬ ▬ ▬▬ ▬▬ ▬▬▬▬ ▬▬▬ ▬ ▬▬ ▬▬ ▬▬▬▬ ▬▬▬ ▬ ▬▬ ▬▬ ▬▬▬▬ ▬▬▬ ▬ ▬▬ ▬▬ ▬▬▬▬ ▬▬▬ ▬ ▬▬ ▬▬ ▬▬▬▬ ▬▬▬ ▬ ▬▬ ▬▬ ▬▬▬▬ ▬▬▬ ▬ ▬▬ ▬▬ ▬▬▬▬ ▬▬▬ ▬ ▬▬ ▬▬ ▬▬▬▬ ▬▬▬ ▬ ▬▬ ▬▬ ▬▬▬▬ ▬▬▬ ▬ ▬▬ ▬▬ ▬▬▬▬ ▬▬▬ ▬ ▬▬ ▬▬ ▬▬▬▬ ▬▬▬ ▬ ▬▬ ▬▬ ▬▬▬▬ ▬▬▬ ▬ ▬▬ ▬▬ ▬▬▬▬ ▬▬▬ ▬ ▬▬ ▬▬ ▬▬▬▬ ▬▬▬ ▬ ▬▬ ▬▬ ▬▬▬▬ ▬▬▬ ▬ ▬▬ ▬▬ ▬▬▬▬ ▬▬▬ ▬ ▬▬ ▬▬ ▬▬▬▬ ▬▬▬ ▬ ▬▬ ▬▬ ▬▬▬▬ ▬▬▬ ▬ ▬▬ ▬▬ ▬▬▬▬ ▬▬▬ ▬ ▬▬ ▬▬ ▬▬▬▬ ▬▬▬ ▬ ▬▬ ▬▬ ▬▬▬▬ ▬▬▬ ▬ ▬▬ ▬▬ ▬▬▬▬ ▬▬▬ ▬ ▬▬ ▬▬ ▬▬▬▬ ▬▬▬ ▬ ▬▬ ▬▬ ▬▬▬▬ ▬▬▬ ▬ ▬▬ ▬▬ ▬▬▬▬ ▬▬▬ ▬ ▬▬ ▬▬ ▬▬▬▬ ▬▬▬ ▬ ▬▬ ▬▬ ▬▬▬▬ ▬▬▬ ▬ ▬▬ ▬▬ ▬▬▬▬ ▬▬▬ ▬ ▬▬ ▬▬ ▬▬▬▬ ▬▬▬ ▬ ▬▬ ▬▬ ▬▬▬▬ ▬▬▬ ▬ ▬▬ ▬▬ ▬▬▬▬ ▬▬▬ ▬ ▬▬ ▬▬ ▬▬▬▬ ▬▬▬ ▬ ▬▬ ▬▬ ▬▬▬▬ ▬▬▬ ▬ ▬▬ ▬▬ ▬▬▬▬ ▬▬▬ ▬ ▬▬ ▬▬ ▬▬▬▬ ▬▬▬ ▬ ▬▬ ▬▬ ▬▬▬▬ ▬▬▬ ▬ ▬▬ ▬▬ ▬▬▬▬ ▬▬▬ ▬ ▬▬ ▬▬ ▬▬▬▬ ▬▬▬ ▬ ▬▬ ▬▬ ▬▬▬▬ ▬▬▬ ▬ ▬▬ ▬▬ ▬▬▬▬ ▬▬▬ ▬ ▬▬ ▬▬ ▬▬▬▬ ▬▬▬ ▬ ▬▬ ▬▬ ▬▬▬▬ ▬▬▬ ▬ ▬▬ ▬▬ ▬▬▬▬ ▬▬▬ ▬ ▬▬ ▬▬ ▬▬▬▬ ▬▬▬ ▬ ▬▬ ▬▬ ▬▬▬▬ ▬▬▬ ▬ ▬▬ ▬▬ ▬▬▬▬ ▬▬▬ ▬ ▬▬ ▬▬ ▬▬▬▬ ▬▬▬ ▬ ▬▬ ▬▬ ▬▬▬▬ ▬▬▬ ▬ ▬▬ ▬▬ ▬▬▬▬ ▬▬▬ ▬ ▬▬ ▬▬ ▬▬▬▬ ▬▬▬ ▬ ▬▬ ▬▬ ▬▬▬▬ ▬▬▬ ▬ ▬▬ ▬▬ ▬▬▬▬ ▬▬▬ ▬ ▬▬ ▬▬ ▬▬▬▬ ▬▬▬ ▬ ▬▬ ▬▬ ▬▬▬▬ ▬▬▬ ▬ ▬▬ ▬▬ ▬▬▬▬ ▬▬▬ ▬ ▬▬ ▬▬ ▬▬▬▬ ▬▬▬ ▬ ▬▬ ▬▬ ▬▬▬▬ ▬▬▬ ▬ ▬▬ ▬▬ ▬▬▬▬ ▬▬▬ ▬ ▬▬ ▬▬ ▬▬▬▬ ▬▬▬ ▬ ▬▬ ▬▬ ▬▬▬▬ ▬▬▬ ▬ ▬▬ ▬▬ ▬▬▬▬ ▬▬▬ ▬ ▬▬ ▬▬ ▬▬▬▬ ▬▬▬ ▬ ▬▬ ▬▬ ▬▬▬▬ ▬▬▬ ▬ ▬▬ ▬▬ ▬▬▬▬ ▬▬▬ ▬ ▬▬ ▬▬ ▬▬▬▬ ▬▬▬ ▬ ▬▬ ▬▬ ▬▬▬▬ ▬▬▬ ▬ ▬▬ ▬▬ ▬▬▬▬ ▬▬▬ ▬ ▬▬ ▬▬ ▬▬▬▬ ▬▬▬ ▬ ▬▬ ▬▬ ▬▬▬▬ ▬▬▬ ▬ ▬▬ ▬▬ ▬▬▬▬ ▬▬▬ ▬ ▬▬ ▬▬ ▬▬▬▬ ▬▬▬ ▬ ▬▬ ▬▬ ▬▬▬▬ ▬▬▬ ▬ ▬▬ ▬▬ ▬▬▬▬ ▬▬▬ ▬ ▬▬ ▬▬ ▬▬▬▬ ▬▬▬ ▬ ▬▬ ▬▬ ▬▬▬▬ ▬▬▬ ▬ ▬▬ ▬▬ ▬▬▬▬ ▬▬▬ ▬ ▬▬ ▬▬ ▬▬▬▬ ▬▬▬ ▬ ▬▬ ▬▬ ▬▬▬▬ ▬▬▬ ▬ ▬▬ ▬▬ ▬▬▬▬ ▬▬▬ ▬ ▬▬ ▬▬ ▬▬▬▬ ▬▬▬ ▬ ▬▬ ▬▬ ▬▬▬▬ ▬▬▬ ▬ ▬▬ ▬▬ ▬▬▬▬ ▬▬▬ ▬ ▬▬ ▬▬ ▬▬▬▬ ▬▬▬ ▬ ▬▬ ▬▬ ▬▬▬▬ ▬▬▬ ▬ ▬▬ ▬▬ ▬▬▬▬ ▬▬▬ ▬ ▬▬ ▬▬ ▬▬▬▬ ▬▬▬ ▬ ▬▬ ▬▬ ▬▬▬▬ ▬▬▬ ▬ ▬▬ ▬▬ ▬▬▬▬ ▬▬▬ ▬ ▬▬ ▬▬ ▬▬▬▬ ▬▬▬ ▬ ▬▬ ▬▬ ▬▬▬▬ ▬▬▬ ▬ ▬▬ ▬▬ ▬▬▬▬ ▬▬▬ ▬ ▬▬ ▬▬ ▬▬▬▬ ▬▬▬ ▬ ▬▬ ▬▬ ▬▬▬▬ ▬▬▬ ▬ ▬▬ ▬▬ ▬▬▬▬ ▬▬▬ ▬ ▬▬ ▬▬ ▬▬▬▬ ▬▬▬ ▬ ▬▬ ▬▬ ▬▬▬▬ ▬▬▬ ▬ ▬▬ ▬▬ ▬▬▬▬ ▬▬▬ ▬ ▬▬ ▬▬ ▬▬▬▬ ▬▬▬ ▬ ▬▬ ▬▬ ▬▬▬▬ ▬▬▬ ▬ ▬▬ ▬▬ ▬▬▬▬ ▬▬▬ ▬ ▬▬ ▬▬ ▬▬▬▬ ▬▬▬ ▬ ▬▬ ▬▬ ▬▬▬▬ ▬▬▬ ▬ ▬▬ ▬▬ ▬▬▬▬ ▬▬▬ ▬ ▬▬ ▬▬ ▬▬▬▬ ▬▬▬ ▬ ▬▬ ▬▬ ▬▬▬▬ ▬▬▬ ▬ ▬▬ ▬▬ ▬▬▬▬ ▬▬▬ ▬ ▬▬ ▬▬ ▬▬▬▬ ▬▬▬ ▬ ▬▬ ▬▬ ▬▬▬▬ ▬▬▬ ▬ ▬▬ ▬▬ ▬▬▬▬ ▬▬▬ ▬ ▬▬ ▬▬ ▬▬▬▬ ▬▬▬ ▬ ▬▬ ▬▬ ▬▬▬▬ ▬▬▬ ▬ ▬▬ ▬▬ ▬▬▬▬ ▬▬▬ ▬ ▬▬ ▬▬ ▬▬▬▬ ▬▬▬ ▬ ▬▬ ▬▬ ▬▬▬▬ ▬▬▬ ▬ ▬▬ ▬▬ ▬▬▬▬ ▬▬▬ ▬ ▬▬ ▬▬ ▬▬▬▬ ▬▬▬ ▬ ▬▬ ▬▬ ▬▬▬▬ ▬▬▬ ▬ ▬▬ ▬▬ ▬▬▬▬ ▬▬▬ ▬ ▬▬ ▬▬ ▬▬▬▬ ▬▬▬ ▬ ▬▬ ▬▬ ▬▬▬▬ ▬▬▬ ▬ ▬▬ ▬▬ ▬▬▬▬ ▬▬▬ ▬ ▬▬ ▬▬ ▬▬▬▬ ▬▬▬ ▬ ▬▬ ▬▬ ▬▬▬▬ ▬▬▬ ▬ ▬▬ ▬▬ ▬▬▬▬ ▬▬▬ ▬ ▬▬ ▬▬ ▬▬▬▬ ▬▬▬ ▬ ▬▬ ▬▬ ▬▬▬▬ ▬▬▬ ▬ ▬▬ ▬▬ ▬▬▬▬ ▬▬▬ ▬ ▬▬ ▬▬ ▬▬▬▬ ▬▬▬ ▬ ▬▬ ▬▬ ▬▬▬▬ ▬▬▬ ▬ ▬▬ ▬▬ ▬▬▬▬ ▬▬▬ ▬ ▬▬ ▬▬ ▬▬▬▬ ▬▬▬ ▬ ▬▬ ▬▬ ▬▬▬▬ ▬▬▬ ▬ ▬▬ ▬▬ ▬▬▬▬ ▬▬▬ ▬ ▬▬ ▬▬ ▬▬▬▬ ▬▬▬ ▬ ▬▬ ▬▬ ▬▬▬▬ ▬▬▬ ▬ ▬▬ ▬▬ ▬▬▬▬ ▬▬▬ ▬ ▬▬ ▬▬ ▬▬▬▬ ▬▬▬ ▬ ▬▬ ▬▬ ▬▬▬▬ ▬▬▬ ▬ ▬▬ ▬▬ ▬▬▬▬ ▬▬▬ ▬ ▬▬ ▬▬ ▬▬▬▬ ▬▬▬ ▬ ▬▬ ▬▬ ▬▬▬▬ ▬▬▬ ▬ ▬▬ ▬▬ ▬▬▬▬ ▬▬▬ ▬ ▬▬ ▬▬ ▬▬▬▬ ▬▬▬ ▬ ▬▬ ▬▬ ▬▬▬▬ ▬▬▬ ▬ ▬▬ ▬▬ ▬▬▬▬ ▬▬▬ ▬ ▬▬ ▬▬ ▬▬▬▬ ▬▬▬ ▬ ▬▬ ▬▬ ▬▬▬▬ ▬▬▬ ▬ ▬▬ ▬▬ ▬▬▬▬ ▬▬▬ ▬ ▬▬ ▬▬ ▬▬▬▬ ▬▬▬ ▬ ▬▬ ▬▬ ▬▬▬▬ ▬▬▬ ▬ ▬▬ ▬▬ ▬▬▬▬ ▬▬▬ ▬ ▬▬ ▬▬ ▬▬▬▬ ▬▬▬ ▬ ▬▬ ▬▬ ▬▬▬▬ ▬▬▬ ▬ ▬▬ ▬▬ ▬▬▬▬ ▬▬▬ ▬ ▬▬ ▬▬ ▬▬▬▬ ▬▬▬ ▬ ▬▬ ▬▬ ▬▬▬▬ ▬▬▬ ▬ ▬▬ ▬▬ ▬▬▬▬ ▬▬▬ ▬ ▬▬ ▬▬ ▬▬▬▬ ▬▬▬ ▬ ▬▬ ▬▬ ▬▬▬▬ ▬▬▬ ▬ ▬▬ ▬▬ ▬▬▬▬ ▬▬▬ ▬ ▬▬ ▬▬ ▬▬▬▬ ▬▬▬ ▬ ▬▬ ▬▬ ▬▬▬▬ ▬▬▬ ▬ ▬▬ ▬▬ ▬▬▬▬ ▬▬▬ ▬ ▬▬ ▬▬ ▬▬▬▬ ▬▬▬ ▬ ▬▬ ▬▬ ▬▬▬▬ ▬▬▬ ▬ ▬▬ ▬▬ ▬▬▬▬ ▬▬▬ ▬ ▬▬ ▬▬ ▬▬▬▬ ▬▬▬ ▬ ▬▬ ▬▬ ▬▬▬▬ ▬▬▬ ▬ ▬▬ ▬▬ ▬▬▬▬ ▬▬▬ ▬ ▬▬ ▬▬ ▬▬▬▬ ▬▬▬ ▬ ▬▬ ▬▬ ▬▬▬▬ ▬▬▬ ▬ ▬▬ ▬▬ ▬▬▬▬ ▬▬▬ ▬ ▬▬ ▬▬ ▬▬▬▬ ▬▬▬ ▬ ▬▬ ▬▬ ▬▬▬▬ ▬▬▬ ▬ ▬▬ ▬▬ ▬▬▬▬ ▬▬▬ ▬ ▬▬ ▬▬ ▬▬▬▬ ▬▬▬ ▬ ▬▬ ▬▬ ▬▬▬▬ ▬▬▬ ▬ ▬▬ ▬▬ ▬▬▬▬ ▬▬▬ ▬ ▬▬ ▬▬ ▬▬▬▬ ▬▬▬ ▬ ▬▬ ▬▬ ▬▬▬▬ ▬▬▬ ▬ ▬▬ ▬▬ ▬▬▬▬ ▬▬▬ ▬ ▬▬ ▬▬ ▬▬▬▬ ▬▬▬ ▬ ▬▬ ▬▬ ▬▬▬▬ ▬▬▬ ▬ ▬▬ ▬▬ ▬▬▬▬ ▬▬▬ ▬ ▬▬ ▬▬ ▬▬▬▬ ▬▬▬ ▬ ▬▬ ▬▬ ▬▬▬▬ ▬▬▬ ▬ ▬▬ ▬▬ ▬▬▬▬ ▬▬▬ ▬ ▬▬ ▬▬ ▬▬▬▬ ▬▬▬ ▬ ▬▬ ▬▬ ▬▬▬▬ ▬▬▬ ▬ ▬▬ ▬▬ ▬▬▬▬ ▬▬▬ ▬ ▬▬ ▬▬ ▬▬▬▬ ▬▬▬ ▬ ▬▬ ▬▬ ▬▬▬▬ ▬▬▬ ▬ ▬▬ ▬▬ ▬▬▬▬ ▬▬▬ ▬ ▬▬ ▬▬ ▬▬▬▬ ▬▬▬ ▬ ▬▬ ▬▬ ▬▬▬▬ ▬▬▬ ▬ ▬▬ ▬▬ ▬▬▬▬ ▬▬▬ ▬ ▬▬ ▬▬ ▬▬▬▬ ▬▬▬ ▬ ▬▬ ▬▬ ▬▬▬▬ ▬▬▬ ▬ ▬▬ ▬▬ ▬▬▬▬ ▬▬▬ ▬ ▬▬ ▬▬ ▬▬▬▬ ▬▬▬ ▬ ▬▬ ▬▬ ▬▬▬▬ ▬▬▬ ▬ ▬▬ ▬▬ ▬▬▬▬ ▬▬▬ ▬ ▬▬ ▬▬ ▬▬▬▬ ▬▬▬ ▬ ▬▬ ▬▬ ▬▬▬▬ ▬▬▬ ▬ ▬▬ ▬▬ ▬▬▬▬ ▬▬▬ ▬ ▬▬ ▬▬ ▬▬▬▬ ▬▬▬ ▬ ▬▬ ▬▬ ▬▬▬▬ ▬▬▬ ▬ ▬▬ ▬▬ ▬▬▬▬ ▬▬▬ ▬ ▬▬ ▬▬ ▬▬▬▬ ▬▬▬ ▬ ▬▬ ▬▬ ▬▬▬▬ ▬▬▬ ▬ ▬▬ ▬▬ ▬▬▬▬ ▬▬▬ ▬ ▬▬ ▬▬ ▬▬▬▬ ▬▬▬ ▬ ▬▬ ▬▬ ▬▬▬▬ ▬▬▬ ▬ ▬▬ ▬▬ ▬▬▬▬ ▬▬▬ ▬ ▬▬ ▬▬ ▬▬▬▬ ▬▬▬ ▬ ▬▬ ▬▬ ▬▬▬▬ ▬▬▬ ▬ ▬▬ ▬▬ ▬▬▬▬ ▬▬▬ ▬ ▬▬ ▬▬ ▬▬▬▬ ▬▬▬ ▬ ▬▬ ▬▬ ▬▬▬▬ ▬▬▬ ▬ ▬▬ ▬▬ ▬▬▬▬ ▬▬▬ ▬ ▬▬ ▬▬ ▬▬▬▬ ▬▬▬ ▬ ▬▬ ▬▬ ▬▬▬▬ ▬▬▬ ▬ ▬▬ ▬▬ ▬▬▬▬ ▬▬▬ ▬ ▬▬ ▬▬ ▬▬▬▬ ▬▬▬ ▬ ▬▬ ▬▬ ▬▬▬▬ ▬▬▬ ▬ ▬▬ ▬▬ ▬▬▬▬ ▬▬▬ ▬ ▬▬ ▬▬ ▬▬▬▬ ▬▬▬ ▬ ▬▬ ▬▬ ▬▬▬▬ ▬▬▬ ▬ ▬▬ ▬▬ ▬▬▬▬ ▬▬▬ ▬ ▬▬ ▬▬ ▬▬▬▬ ▬▬▬ ▬ ▬▬ ▬▬ ▬▬▬▬ ▬▬▬ ▬ ▬▬ ▬▬ ▬▬▬▬ ▬▬▬ ▬ ▬▬ ▬▬ ▬▬▬▬ ▬▬▬ ▬ ▬▬ ▬▬ ▬▬▬▬ ▬▬▬ ▬ ▬▬ ▬▬ ▬▬▬▬ ▬▬▬ ▬ ▬▬ ▬▬ ▬▬▬▬ ▬▬▬ ▬ ▬▬ ▬▬ ▬▬▬▬ ▬▬▬ ▬ ▬▬ ▬▬ ▬▬▬▬ ▬▬▬ ▬ ▬▬ ▬▬ ▬▬▬▬ ▬▬▬ ▬ ▬▬ ▬▬ ▬▬▬▬ ▬▬▬ ▬ ▬▬ ▬▬ ▬▬▬▬ ▬▬▬ ▬ ▬▬ ▬▬ ▬▬▬▬ ▬▬▬ ▬ ▬▬ ▬▬ ▬▬▬▬ ▬▬▬ ▬ ▬▬ ▬▬ ▬▬▬▬ ▬▬▬ ▬ ▬▬ ▬▬ ▬▬▬▬ ▬▬▬ ▬ ▬▬ ▬▬ ▬▬▬▬ ▬▬▬ ▬ ▬▬ ▬▬ ▬▬▬▬ ▬▬▬ ▬ ▬▬ ▬▬ ▬▬▬▬ ▬▬▬ ▬ ▬▬ ▬▬ ▬▬▬▬ ▬▬▬ ▬ ▬▬ ▬▬ ▬▬▬▬ ▬▬▬ ▬ ▬▬ ▬▬ ▬▬▬▬ ▬▬▬ ▬ ▬▬ ▬▬ ▬▬▬▬ ▬▬▬ ▬ ▬▬ ▬▬ ▬▬▬▬ ▬▬▬ ▬ ▬▬ ▬▬ ▬▬▬▬ ▬▬▬ ▬ ▬▬ ▬▬ ▬▬▬▬ ▬▬▬ ▬ ▬▬ ▬▬ ▬▬▬▬ ▬▬▬ ▬ ▬▬ ▬▬ ▬▬▬▬ ▬▬▬: [374, 39, 544, 741]
natator-body: ▬▬▬▬ ▬▬▬ ▬ ▬▬ ▬▬ ▬▬▬▬ ▬▬▬ ▬ ▬▬ ▬▬ ▬▬▬▬ ▬▬▬ ▬ ▬▬ ▬▬ ▬▬▬▬ ▬▬▬ ▬ ▬▬ ▬▬ ▬▬▬▬ ▬▬▬ ▬ ▬▬ ▬▬ ▬▬▬▬ ▬▬▬ ▬ ▬▬ ▬▬ ▬▬▬▬ ▬▬▬ ▬ ▬▬ ▬▬ ▬▬▬▬ ▬▬▬ ▬ ▬▬ ▬▬ ▬▬▬▬ ▬▬▬ ▬ ▬▬ ▬▬ ▬▬▬▬ ▬▬▬ ▬ ▬▬ ▬▬ ▬▬▬▬ ▬▬▬ ▬ ▬▬ ▬▬ ▬▬▬▬ ▬▬▬ ▬ ▬▬ ▬▬ ▬▬▬▬ ▬▬▬ ▬ ▬▬ ▬▬ ▬▬▬▬ ▬▬▬ ▬ ▬▬ ▬▬ ▬▬▬▬ ▬▬▬ ▬ ▬▬ ▬▬ ▬▬▬▬ ▬▬▬ ▬ ▬▬ ▬▬ ▬▬▬▬ ▬▬▬ ▬ ▬▬ ▬▬ ▬▬▬▬ ▬▬▬ ▬ ▬▬ ▬▬ ▬▬▬▬ ▬▬▬ ▬ ▬▬ ▬▬ ▬▬▬▬ ▬▬▬ ▬ ▬▬ ▬▬ ▬▬▬▬ ▬▬▬ ▬ ▬▬ ▬▬ ▬▬▬▬ ▬▬▬ ▬ ▬▬ ▬▬ ▬▬▬▬ ▬▬▬ ▬ ▬▬ ▬▬ ▬▬▬▬ ▬▬▬ ▬ ▬▬ ▬▬ ▬▬▬▬ ▬▬▬ ▬ ▬▬ ▬▬ ▬▬▬▬ ▬▬▬ ▬ ▬▬ ▬▬ ▬▬▬▬ ▬▬▬ ▬ ▬▬ ▬▬ ▬▬▬▬ ▬▬▬ ▬ ▬▬ ▬▬ ▬▬▬▬ ▬▬▬ ▬ ▬▬ ▬▬ ▬▬▬▬ ▬▬▬ ▬ ▬▬ ▬▬ ▬▬▬▬ ▬▬▬ ▬ ▬▬ ▬▬ ▬▬▬▬ ▬▬▬ ▬ ▬▬ ▬▬ ▬▬▬▬ ▬▬▬ ▬ ▬▬ ▬▬ ▬▬▬▬ ▬▬▬ ▬ ▬▬ ▬▬ ▬▬▬▬ ▬▬▬ ▬ ▬▬ ▬▬ ▬▬▬▬ ▬▬▬ ▬ ▬▬ ▬▬ ▬▬▬▬ ▬▬▬ ▬ ▬▬ ▬▬ ▬▬▬▬ ▬▬▬ ▬ ▬▬ ▬▬ ▬▬▬▬ ▬▬▬ ▬ ▬▬ ▬▬ ▬▬▬▬ ▬▬▬ ▬ ▬▬ ▬▬ ▬▬▬▬ ▬▬▬ ▬ ▬▬ ▬▬ ▬▬▬▬ ▬▬▬ ▬ ▬▬ ▬▬ ▬▬▬▬ ▬▬▬ ▬ ▬▬ ▬▬ ▬▬▬▬ ▬▬▬ ▬ ▬▬ ▬▬ ▬▬▬▬ ▬▬▬ ▬ ▬▬ ▬▬ ▬▬▬▬ ▬▬▬ ▬ ▬▬ ▬▬ ▬▬▬▬ ▬▬▬ ▬ ▬▬ ▬▬ ▬▬▬▬ ▬▬▬ ▬ ▬▬ ▬▬ ▬▬▬▬ ▬▬▬ ▬ ▬▬ ▬▬ ▬▬▬▬ ▬▬▬ ▬ ▬▬ ▬▬ ▬▬▬▬ ▬▬▬ ▬ ▬▬ ▬▬ ▬▬▬▬ ▬▬▬ ▬ ▬▬ ▬▬ ▬▬▬▬ ▬▬▬ ▬ ▬▬ ▬▬ ▬▬▬▬ ▬▬▬ ▬ ▬▬ ▬▬ ▬▬▬▬ ▬▬▬ ▬ ▬▬ ▬▬ ▬▬▬▬ ▬▬▬ ▬ ▬▬ ▬▬ ▬▬▬▬ ▬▬▬ ▬ ▬▬ ▬▬ ▬▬▬▬ ▬▬▬ ▬ ▬▬ ▬▬ ▬▬▬▬ ▬▬▬ ▬ ▬▬ ▬▬ ▬▬▬▬ ▬▬▬ ▬ ▬▬ ▬▬ ▬▬▬▬ ▬▬▬ ▬ ▬▬ ▬▬ ▬▬▬▬ ▬▬▬ ▬ ▬▬ ▬▬ ▬▬▬▬ ▬▬▬ ▬ ▬▬ ▬▬ ▬▬▬▬ ▬▬▬ ▬ ▬▬ ▬▬ ▬▬▬▬ ▬▬▬ ▬ ▬▬ ▬▬ ▬▬▬▬ ▬▬▬ ▬ ▬▬ ▬▬ ▬▬▬▬ ▬▬▬ ▬ ▬▬ ▬▬ ▬▬▬▬ ▬▬▬ ▬ ▬▬ ▬▬ ▬▬▬▬ ▬▬▬ ▬ ▬▬ ▬▬ ▬▬▬▬ ▬▬▬ ▬ ▬▬ ▬▬ ▬▬▬▬ ▬▬▬ ▬ ▬▬ ▬▬ ▬▬▬▬ ▬▬▬ ▬ ▬▬ ▬▬ ▬▬▬▬ ▬▬▬ ▬ ▬▬ ▬▬ ▬▬▬▬ ▬▬▬ ▬ ▬▬ ▬▬ ▬▬▬▬ ▬▬▬ ▬ ▬▬ ▬▬ ▬▬▬▬ ▬▬▬ ▬ ▬▬ ▬▬ ▬▬▬▬ ▬▬▬ ▬ ▬▬ ▬▬ ▬▬▬▬ ▬▬▬ ▬ ▬▬ ▬▬ ▬▬▬▬ ▬▬▬ ▬ ▬▬ ▬▬ ▬▬▬▬ ▬▬▬ ▬ ▬▬ ▬▬ ▬▬▬▬ ▬▬▬ ▬ ▬▬ ▬▬ ▬▬▬▬ ▬▬▬ ▬ ▬▬ ▬▬ ▬▬▬▬ ▬▬▬ ▬ ▬▬ ▬▬ ▬▬▬▬ ▬▬▬ ▬ ▬▬ ▬▬ ▬▬▬▬ ▬▬▬ ▬ ▬▬ ▬▬ ▬▬▬▬ ▬▬▬ ▬ ▬▬ ▬▬ ▬▬▬▬ ▬▬▬ ▬ ▬▬ ▬▬ ▬▬▬▬ ▬▬▬ ▬ ▬▬ ▬▬ ▬▬▬▬ ▬▬▬ ▬ ▬▬ ▬▬ ▬▬▬▬ ▬▬▬ ▬ ▬▬ ▬▬ ▬▬▬▬ ▬▬▬ ▬ ▬▬ ▬▬ ▬▬▬▬ ▬▬▬ ▬ ▬▬ ▬▬ ▬▬▬▬ ▬▬▬ ▬ ▬▬ ▬▬ ▬▬▬▬ ▬▬▬ ▬ ▬▬ ▬▬ ▬▬▬▬ ▬▬▬ ▬ ▬▬ ▬▬ ▬▬▬▬ ▬▬▬ ▬ ▬▬ ▬▬ ▬▬▬▬ ▬▬▬ ▬ ▬▬ ▬▬ ▬▬▬▬ ▬▬▬ ▬ ▬▬ ▬▬ ▬▬▬▬ ▬▬▬ ▬ ▬▬ ▬▬ ▬▬▬▬ ▬▬▬ ▬ ▬▬ ▬▬ ▬▬▬▬ ▬▬▬ ▬ ▬▬ ▬▬ ▬▬▬▬ ▬▬▬ ▬ ▬▬ ▬▬ ▬▬▬▬ ▬▬▬ ▬ ▬▬ ▬▬ ▬▬▬▬ ▬▬▬ ▬ ▬▬ ▬▬ ▬▬▬▬ ▬▬▬ ▬ ▬▬ ▬▬ ▬▬▬▬ ▬▬▬ ▬ ▬▬ ▬▬ ▬▬▬▬ ▬▬▬ ▬ ▬▬ ▬▬ ▬▬▬▬ ▬▬▬ ▬ ▬▬ ▬▬: [191, 1514, 361, 1801]
auckland-meeting-body: ▬▬▬▬ ▬▬▬ ▬ ▬▬ ▬▬ ▬▬▬▬ ▬▬▬ ▬ ▬▬ ▬▬ ▬▬▬▬ ▬▬▬ ▬ ▬▬ ▬▬ ▬▬▬▬ ▬▬▬ ▬ ▬▬ ▬▬ ▬▬▬▬ ▬▬▬ ▬ ▬▬ ▬▬ ▬▬▬▬ ▬▬▬ ▬ ▬▬ ▬▬ ▬▬▬▬ ▬▬▬ ▬ ▬▬ ▬▬ ▬▬▬▬ ▬▬▬ ▬ ▬▬ ▬▬ ▬▬▬▬ ▬▬▬ ▬ ▬▬ ▬▬ ▬▬▬▬ ▬▬▬ ▬ ▬▬ ▬▬ ▬▬▬▬ ▬▬▬ ▬ ▬▬ ▬▬ ▬▬▬▬ ▬▬▬ ▬ ▬▬ ▬▬ ▬▬▬▬ ▬▬▬ ▬ ▬▬ ▬▬ ▬▬▬▬ ▬▬▬ ▬ ▬▬ ▬▬ ▬▬▬▬ ▬▬▬ ▬ ▬▬ ▬▬ ▬▬▬▬ ▬▬▬ ▬ ▬▬ ▬▬ ▬▬▬▬ ▬▬▬ ▬ ▬▬ ▬▬ ▬▬▬▬ ▬▬▬ ▬ ▬▬ ▬▬ ▬▬▬▬ ▬▬▬ ▬ ▬▬ ▬▬ ▬▬▬▬ ▬▬▬ ▬ ▬▬ ▬▬ ▬▬▬▬ ▬▬▬ ▬ ▬▬ ▬▬ ▬▬▬▬ ▬▬▬ ▬ ▬▬ ▬▬ ▬▬▬▬ ▬▬▬ ▬ ▬▬ ▬▬ ▬▬▬▬ ▬▬▬ ▬ ▬▬ ▬▬ ▬▬▬▬ ▬▬▬ ▬ ▬▬ ▬▬ ▬▬▬▬ ▬▬▬ ▬ ▬▬ ▬▬ ▬▬▬▬ ▬▬▬ ▬ ▬▬ ▬▬ ▬▬▬▬ ▬▬▬ ▬ ▬▬ ▬▬ ▬▬▬▬ ▬▬▬ ▬ ▬▬ ▬▬ ▬▬▬▬ ▬▬▬ ▬ ▬▬ ▬▬ ▬▬▬▬ ▬▬▬ ▬ ▬▬ ▬▬ ▬▬▬▬ ▬▬▬ ▬ ▬▬ ▬▬ ▬▬▬▬ ▬▬▬ ▬ ▬▬ ▬▬ ▬▬▬▬ ▬▬▬ ▬ ▬▬ ▬▬ ▬▬▬▬ ▬▬▬ ▬ ▬▬ ▬▬ ▬▬▬▬ ▬▬▬ ▬ ▬▬ ▬▬ ▬▬▬▬ ▬▬▬ ▬ ▬▬ ▬▬ ▬▬▬▬ ▬▬▬ ▬ ▬▬ ▬▬ ▬▬▬▬ ▬▬▬ ▬ ▬▬ ▬▬ ▬▬▬▬ ▬▬▬ ▬ ▬▬ ▬▬ ▬▬▬▬ ▬▬▬ ▬ ▬▬ ▬▬ ▬▬▬▬ ▬▬▬ ▬ ▬▬ ▬▬ ▬▬▬▬ ▬▬▬ ▬ ▬▬ ▬▬ ▬▬▬▬ ▬▬▬ ▬ ▬▬ ▬▬ ▬▬▬▬ ▬▬▬ ▬ ▬▬ ▬▬ ▬▬▬▬ ▬▬▬ ▬ ▬▬ ▬▬ ▬▬▬▬ ▬▬▬ ▬ ▬▬ ▬▬ ▬▬▬▬ ▬▬▬ ▬ ▬▬ ▬▬ ▬▬▬▬ ▬▬▬ ▬ ▬▬ ▬▬ ▬▬▬▬ ▬▬▬ ▬ ▬▬ ▬▬ ▬▬▬▬ ▬▬▬ ▬ ▬▬ ▬▬ ▬▬▬▬ ▬▬▬ ▬ ▬▬ ▬▬ ▬▬▬▬ ▬▬▬ ▬ ▬▬ ▬▬ ▬▬▬▬ ▬▬▬ ▬ ▬▬ ▬▬: [191, 1093, 361, 1240]
ad-governors-bay: EASTER EXCURSIONS TO GOVERNOR'S BAY. THE S.S. LYTTELTON Will run Trips on GOOD FRIDAY and EASTER MONDAY to Governor's Bay at short intervals. AGAR & KETTLE 4-14 8338: [925, 652, 1104, 705]
ad-akaroa-easter-tuesday: EASTER TUESDAY. ON TUESDAY NEXT THE S.S. AKAROA Will run an AFTERNOON EXCURSION to PORT LEVY, leaving Port on arrival of the 1.30 p.m. train from Christchurch. Fares—2s 6d for the trip. 8068 JOSEPH McLEAN, Master.: [925, 489, 1104, 568]
sporting-intro: ▬▬▬▬ ▬▬▬ ▬ ▬▬ ▬▬ ▬▬▬▬ ▬▬▬ ▬ ▬▬ ▬▬ ▬▬▬▬ ▬▬▬ ▬ ▬▬ ▬▬ ▬▬▬▬ ▬▬▬ ▬ ▬▬ ▬▬ ▬▬▬▬ ▬▬▬ ▬ ▬▬ ▬▬ ▬▬▬▬ ▬▬▬ ▬ ▬▬ ▬▬ ▬▬▬▬ ▬▬▬ ▬ ▬▬ ▬▬ ▬▬▬▬ ▬▬▬ ▬ ▬▬ ▬▬ ▬▬▬▬ ▬▬▬ ▬ ▬▬ ▬▬ ▬▬▬▬ ▬▬▬ ▬ ▬▬ ▬▬ ▬▬▬▬ ▬▬▬ ▬ ▬▬: [191, 935, 361, 963]
literature-continued: (Continued.): [620, 76, 663, 84]
ad-new-lodge: L.O.G.T. NEW LODGE. The Installation of the NEW LODGE, advertised for This Evening, in the Templar Hall, will take place in GEE'S SCHOOLROOM at 8 o'clock. Intending members will assemble at 7.30 p.m. G. M. GRAY, D.D.G.W.C.T.: [739, 972, 912, 1043]
column-2: [184, 38, 367, 1801]
column-5: [732, 38, 918, 1347]
ad-bankrupt-estate: BANKRUPT ESTATE OF A. GEE, Confectioner. TENDERS for the Purchase of the BOOK DEBTS in the above Estate will be received up to 12 a.m. on MONDAY NEXT, the 18th inst. Lists can be seen, and all information obtained, at the premises. Tenders not necessarily accepted. 8078 J. H. STRINGER, Trustee.: [925, 751, 1104, 818]
west-coast-reports-body: ▬▬▬▬ ▬▬▬ ▬ ▬▬ ▬▬ ▬▬▬▬ ▬▬▬ ▬ ▬▬ ▬▬ ▬▬▬▬ ▬▬▬ ▬ ▬▬ ▬▬ ▬▬▬▬ ▬▬▬ ▬ ▬▬ ▬▬ ▬▬▬▬ ▬▬▬ ▬ ▬▬ ▬▬ ▬▬▬▬ ▬▬▬ ▬ ▬▬ ▬▬ ▬▬▬▬ ▬▬▬ ▬ ▬▬ ▬▬ ▬▬▬▬ ▬▬▬ ▬ ▬▬ ▬▬ ▬▬▬▬ ▬▬▬ ▬ ▬▬ ▬▬ ▬▬▬▬ ▬▬▬ ▬ ▬▬ ▬▬ ▬▬▬▬ ▬▬▬ ▬ ▬▬ ▬▬ ▬▬▬▬ ▬▬▬ ▬ ▬▬ ▬▬ ▬▬▬▬ ▬▬▬ ▬ ▬▬ ▬▬ ▬▬▬▬ ▬▬▬ ▬ ▬▬ ▬▬ ▬▬▬▬ ▬▬▬ ▬ ▬▬ ▬▬ ▬▬▬▬ ▬▬▬ ▬ ▬▬ ▬▬ ▬▬▬▬ ▬▬▬ ▬ ▬▬ ▬▬ ▬▬▬▬ ▬▬▬ ▬ ▬▬ ▬▬ ▬▬▬▬ ▬▬▬ ▬ ▬▬ ▬▬ ▬▬▬▬ ▬▬▬ ▬ ▬▬ ▬▬ ▬▬▬▬ ▬▬▬ ▬ ▬▬ ▬▬ ▬▬▬▬ ▬▬▬ ▬ ▬▬ ▬▬ ▬▬▬▬ ▬▬▬ ▬ ▬▬ ▬▬ ▬▬▬▬ ▬▬▬ ▬ ▬▬ ▬▬ ▬▬▬▬ ▬▬▬ ▬ ▬▬ ▬▬ ▬▬▬▬ ▬▬▬ ▬ ▬▬ ▬▬ ▬▬▬▬ ▬▬▬ ▬ ▬▬ ▬▬ ▬▬▬▬ ▬▬▬ ▬ ▬▬ ▬▬ ▬▬▬▬ ▬▬▬ ▬ ▬▬ ▬▬ ▬▬▬▬ ▬▬▬ ▬ ▬▬ ▬▬ ▬▬▬▬ ▬▬▬ ▬ ▬▬ ▬▬ ▬▬▬▬ ▬▬▬ ▬ ▬▬ ▬▬ ▬▬▬▬ ▬▬▬ ▬ ▬▬ ▬▬ ▬▬▬▬ ▬▬▬ ▬ ▬▬ ▬▬ ▬▬▬▬ ▬▬▬ ▬ ▬▬ ▬▬ ▬▬▬▬ ▬▬▬ ▬ ▬▬ ▬▬ ▬▬▬▬ ▬▬▬ ▬ ▬▬ ▬▬ ▬▬▬▬ ▬▬▬ ▬ ▬▬ ▬▬ ▬▬▬▬ ▬▬▬ ▬ ▬▬ ▬▬ ▬▬▬▬ ▬▬▬ ▬ ▬▬ ▬▬ ▬▬▬▬ ▬▬▬ ▬ ▬▬ ▬▬ ▬▬▬▬ ▬▬▬ ▬ ▬▬ ▬▬ ▬▬▬▬ ▬▬▬ ▬ ▬▬ ▬▬ ▬▬▬▬ ▬▬▬ ▬ ▬▬ ▬▬ ▬▬▬▬ ▬▬▬ ▬ ▬▬ ▬▬ ▬▬▬▬ ▬▬▬ ▬ ▬▬ ▬▬ ▬▬▬▬ ▬▬▬ ▬ ▬▬ ▬▬ ▬▬▬▬ ▬▬▬ ▬ ▬▬ ▬▬ ▬▬▬▬ ▬▬▬ ▬ ▬▬ ▬▬ ▬▬▬▬ ▬▬▬ ▬ ▬▬ ▬▬ ▬▬▬▬ ▬▬▬ ▬ ▬▬ ▬▬ ▬▬▬▬ ▬▬▬ ▬ ▬▬ ▬▬ ▬▬▬▬ ▬▬▬ ▬ ▬▬ ▬▬ ▬▬▬▬ ▬▬▬ ▬ ▬▬ ▬▬ ▬▬▬▬ ▬▬▬ ▬ ▬▬ ▬▬ ▬▬▬▬ ▬▬▬ ▬ ▬▬ ▬▬ ▬▬▬▬ ▬▬▬ ▬ ▬▬ ▬▬ ▬▬▬▬ ▬▬▬ ▬ ▬▬ ▬▬ ▬▬▬▬ ▬▬▬ ▬ ▬▬ ▬▬ ▬▬▬▬ ▬▬▬ ▬ ▬▬ ▬▬ ▬▬▬▬ ▬▬▬ ▬ ▬▬ ▬▬ ▬▬▬▬ ▬▬▬ ▬ ▬▬ ▬▬ ▬▬▬▬ ▬▬▬ ▬ ▬▬ ▬▬ ▬▬▬▬ ▬▬▬ ▬ ▬▬ ▬▬ ▬▬▬▬ ▬▬▬ ▬ ▬▬ ▬▬ ▬▬▬▬ ▬▬▬ ▬ ▬▬ ▬▬ ▬▬▬▬ ▬▬▬ ▬ ▬▬ ▬▬ ▬▬▬▬ ▬▬▬ ▬ ▬▬ ▬▬ ▬▬▬▬ ▬▬▬ ▬ ▬▬ ▬▬ ▬▬▬▬ ▬▬▬ ▬ ▬▬ ▬▬ ▬▬▬▬ ▬▬▬ ▬ ▬▬ ▬▬ ▬▬▬▬ ▬▬▬ ▬ ▬▬ ▬▬ ▬▬▬▬ ▬▬▬ ▬ ▬▬ ▬▬ ▬▬▬▬ ▬▬▬ ▬ ▬▬ ▬▬ ▬▬▬▬ ▬▬▬ ▬ ▬▬ ▬▬ ▬▬▬▬ ▬▬▬ ▬ ▬▬ ▬▬ ▬▬▬▬ ▬▬▬ ▬ ▬▬ ▬▬ ▬▬▬▬ ▬▬▬ ▬ ▬▬ ▬▬ ▬▬▬▬ ▬▬▬ ▬ ▬▬ ▬▬ ▬▬▬▬ ▬▬▬ ▬ ▬▬ ▬▬ ▬▬▬▬ ▬▬▬ ▬ ▬▬ ▬▬ ▬▬▬▬ ▬▬▬ ▬ ▬▬ ▬▬ ▬▬▬▬ ▬▬▬ ▬ ▬▬ ▬▬ ▬▬▬▬ ▬▬▬ ▬ ▬▬ ▬▬ ▬▬▬▬ ▬▬▬ ▬ ▬▬ ▬▬ ▬▬▬▬ ▬▬▬ ▬ ▬▬ ▬▬ ▬▬▬▬ ▬▬▬ ▬ ▬▬ ▬▬ ▬▬▬▬ ▬▬▬ ▬ ▬▬ ▬▬ ▬▬▬▬ ▬▬▬ ▬ ▬▬ ▬▬ ▬▬▬▬ ▬▬▬ ▬ ▬▬ ▬▬ ▬▬▬▬ ▬▬▬ ▬ ▬▬ ▬▬ ▬▬▬▬ ▬▬▬ ▬ ▬▬ ▬▬ ▬▬▬▬ ▬▬▬ ▬ ▬▬ ▬▬ ▬▬▬▬ ▬▬▬ ▬ ▬▬ ▬▬ ▬▬▬▬ ▬▬▬ ▬ ▬▬ ▬▬ ▬▬▬▬ ▬▬▬ ▬ ▬▬ ▬▬ ▬▬▬▬ ▬▬▬ ▬ ▬▬ ▬▬ ▬▬▬▬ ▬▬▬ ▬ ▬▬ ▬▬ ▬▬▬▬ ▬▬▬ ▬ ▬▬ ▬▬ ▬▬▬▬ ▬▬▬ ▬ ▬▬ ▬▬ ▬▬▬▬ ▬▬▬ ▬ ▬▬ ▬▬ ▬▬▬▬ ▬▬▬ ▬ ▬▬ ▬▬ ▬▬▬▬ ▬▬▬ ▬ ▬▬ ▬▬ ▬▬▬▬ ▬▬▬ ▬ ▬▬ ▬▬ ▬▬▬▬ ▬▬▬ ▬ ▬▬ ▬▬ ▬▬▬▬ ▬▬▬ ▬ ▬▬ ▬▬ ▬▬▬▬ ▬▬▬ ▬ ▬▬ ▬▬ ▬▬▬▬ ▬▬▬ ▬ ▬▬ ▬▬ ▬▬▬▬ ▬▬▬ ▬ ▬▬ ▬▬ ▬▬▬▬ ▬▬▬ ▬ ▬▬ ▬▬ ▬▬▬▬ ▬▬▬ ▬ ▬▬ ▬▬ ▬▬▬▬ ▬▬▬ ▬ ▬▬ ▬▬ ▬▬▬▬ ▬▬▬ ▬ ▬▬ ▬▬ ▬▬▬▬ ▬▬▬ ▬ ▬▬ ▬▬ ▬▬▬▬ ▬▬▬ ▬ ▬▬ ▬▬ ▬▬▬▬ ▬▬▬ ▬ ▬▬ ▬▬ ▬▬▬▬ ▬▬▬ ▬ ▬▬ ▬▬ ▬▬▬▬ ▬▬▬ ▬ ▬▬ ▬▬ ▬▬▬▬ ▬▬▬ ▬ ▬▬ ▬▬ ▬▬▬▬ ▬▬▬ ▬ ▬▬ ▬▬ ▬▬▬▬ ▬▬▬ ▬ ▬▬ ▬▬ ▬▬▬▬ ▬▬▬ ▬ ▬▬ ▬▬ ▬▬▬▬ ▬▬▬ ▬ ▬▬ ▬▬ ▬▬▬▬ ▬▬▬ ▬ ▬▬ ▬▬ ▬▬▬▬ ▬▬▬ ▬ ▬▬ ▬▬ ▬▬▬▬ ▬▬▬ ▬ ▬▬ ▬▬ ▬▬▬▬ ▬▬▬ ▬ ▬▬ ▬▬ ▬▬▬▬ ▬▬▬ ▬ ▬▬ ▬▬ ▬▬▬▬ ▬▬▬ ▬ ▬▬ ▬▬ ▬▬▬▬ ▬▬▬ ▬ ▬▬ ▬▬ ▬▬▬▬ ▬▬▬ ▬ ▬▬ ▬▬ ▬▬▬▬ ▬▬▬ ▬ ▬▬ ▬▬ ▬▬▬▬ ▬▬▬ ▬ ▬▬ ▬▬ ▬▬▬▬ ▬▬▬ ▬ ▬▬ ▬▬ ▬▬▬▬ ▬▬▬ ▬ ▬▬ ▬▬ ▬▬▬▬ ▬▬▬ ▬ ▬▬ ▬▬ ▬▬▬▬ ▬▬▬ ▬ ▬▬ ▬▬ ▬▬▬▬ ▬▬▬ ▬ ▬▬ ▬▬ ▬▬▬▬ ▬▬▬ ▬ ▬▬ ▬▬ ▬▬▬▬ ▬▬▬ ▬ ▬▬ ▬▬ ▬▬▬▬ ▬▬▬ ▬ ▬▬ ▬▬ ▬▬▬▬ ▬▬▬ ▬ ▬▬ ▬▬ ▬▬▬▬ ▬▬▬ ▬ ▬▬ ▬▬ ▬▬▬▬ ▬▬▬ ▬ ▬▬ ▬▬ ▬▬▬▬ ▬▬▬ ▬ ▬▬ ▬▬ ▬▬▬▬ ▬▬▬ ▬ ▬▬ ▬▬ ▬▬▬▬ ▬▬▬ ▬ ▬▬ ▬▬ ▬▬▬▬ ▬▬▬ ▬ ▬▬ ▬▬ ▬▬▬▬ ▬▬▬ ▬ ▬▬ ▬▬ ▬▬▬▬ ▬▬▬ ▬ ▬▬ ▬▬ ▬▬▬▬ ▬▬▬ ▬ ▬▬ ▬▬ ▬▬▬▬ ▬▬▬ ▬ ▬▬ ▬▬ ▬▬▬▬ ▬▬▬ ▬ ▬▬ ▬▬ ▬▬▬▬ ▬▬▬ ▬ ▬▬ ▬▬ ▬▬▬▬ ▬▬▬ ▬ ▬▬ ▬▬ ▬▬▬▬ ▬▬▬ ▬ ▬▬ ▬▬ ▬▬▬▬ ▬▬▬ ▬ ▬▬ ▬▬ ▬▬▬▬ ▬▬▬ ▬ ▬▬ ▬▬ ▬▬▬▬ ▬▬▬ ▬ ▬▬ ▬▬ ▬▬▬▬ ▬▬▬ ▬ ▬▬ ▬▬ ▬▬▬▬ ▬▬▬ ▬ ▬▬ ▬▬ ▬▬▬▬ ▬▬▬ ▬ ▬▬ ▬▬: [374, 1438, 544, 1867]
police-court-date: TUESDAY, APRIL 12.: [58, 644, 130, 653]
ad-novelty-consultation: J. J. FLEMING'S NOVELTY CONSULTATION ON THE EASTER AUCTION, EASTER AND FLYING HANDICAPS. Will close TWELVE O'CLOCK on SATURDAY, the 16th INST., And THE DRAWING Will be held at the ROOMS, HIGH STREET, TRIANGLE, At 3 p.m. on the same day. Price 1s each. 8069 J. J. FLEMING, Manager.: [739, 1123, 912, 1238]
newspaper-title: THE GLOBE, THURSDAY, APRIL 14, 1881.: [296, 6, 818, 28]
odds-row: Billingsgate 5 Nautilus 6: [191, 964, 361, 973]
column-6: [918, 38, 1110, 1347]
ad-akaroa-good-friday: GOOD FRIDAY. EXCURSION TO LITTLE AKALOA. THE S.S. AKAROA Will make an EXCURSION TRIP to LITTLE AKALOA, leaving Lyttelton at 10 a.m., and returning for the evening train to Christchurch. Return Tickets ............... 5s. 8058 J. McLEAN, Master.: [925, 278, 1104, 379]
literature-heading: LITERATURE.: [557, 41, 726, 62]
section-heading-police-court: POLICE COURT.: [10, 609, 178, 630]
supreme-court-body: ▬▬▬▬ ▬▬▬ ▬ ▬▬ ▬▬ ▬▬▬▬ ▬▬▬ ▬ ▬▬ ▬▬ ▬▬▬▬ ▬▬▬ ▬ ▬▬ ▬▬ ▬▬▬▬ ▬▬▬ ▬ ▬▬ ▬▬ ▬▬▬▬ ▬▬▬ ▬ ▬▬ ▬▬ ▬▬▬▬ ▬▬▬ ▬ ▬▬ ▬▬ ▬▬▬▬ ▬▬▬ ▬ ▬▬ ▬▬ ▬▬▬▬ ▬▬▬ ▬ ▬▬ ▬▬ ▬▬▬▬ ▬▬▬ ▬ ▬▬ ▬▬ ▬▬▬▬ ▬▬▬ ▬ ▬▬ ▬▬ ▬▬▬▬ ▬▬▬ ▬ ▬▬ ▬▬ ▬▬▬▬ ▬▬▬ ▬ ▬▬ ▬▬ ▬▬▬▬ ▬▬▬ ▬ ▬▬ ▬▬ ▬▬▬▬ ▬▬▬ ▬ ▬▬ ▬▬ ▬▬▬▬ ▬▬▬ ▬ ▬▬ ▬▬ ▬▬▬▬ ▬▬▬ ▬ ▬▬ ▬▬ ▬▬▬▬ ▬▬▬ ▬ ▬▬ ▬▬ ▬▬▬▬ ▬▬▬ ▬ ▬▬ ▬▬ ▬▬▬▬ ▬▬▬ ▬ ▬▬ ▬▬ ▬▬▬▬ ▬▬▬ ▬ ▬▬ ▬▬ ▬▬▬▬ ▬▬▬ ▬ ▬▬ ▬▬ ▬▬▬▬ ▬▬▬ ▬ ▬▬ ▬▬ ▬▬▬▬ ▬▬▬ ▬ ▬▬ ▬▬ ▬▬▬▬ ▬▬▬ ▬ ▬▬ ▬▬ ▬▬▬▬ ▬▬▬ ▬ ▬▬ ▬▬ ▬▬▬▬ ▬▬▬ ▬ ▬▬ ▬▬ ▬▬▬▬ ▬▬▬ ▬ ▬▬ ▬▬ ▬▬▬▬ ▬▬▬ ▬ ▬▬ ▬▬ ▬▬▬▬ ▬▬▬ ▬ ▬▬ ▬▬ ▬▬▬▬ ▬▬▬ ▬ ▬▬ ▬▬ ▬▬▬▬ ▬▬▬ ▬ ▬▬ ▬▬ ▬▬▬▬ ▬▬▬ ▬ ▬▬ ▬▬ ▬▬▬▬ ▬▬▬ ▬ ▬▬ ▬▬ ▬▬▬▬ ▬▬▬ ▬ ▬▬ ▬▬ ▬▬▬▬ ▬▬▬ ▬ ▬▬ ▬▬ ▬▬▬▬ ▬▬▬ ▬ ▬▬ ▬▬ ▬▬▬▬ ▬▬▬ ▬ ▬▬ ▬▬ ▬▬▬▬ ▬▬▬ ▬ ▬▬ ▬▬ ▬▬▬▬ ▬▬▬ ▬ ▬▬ ▬▬ ▬▬▬▬ ▬▬▬ ▬ ▬▬ ▬▬ ▬▬▬▬ ▬▬▬ ▬ ▬▬ ▬▬ ▬▬▬▬ ▬▬▬ ▬ ▬▬ ▬▬ ▬▬▬▬ ▬▬▬ ▬ ▬▬ ▬▬ ▬▬▬▬ ▬▬▬ ▬ ▬▬ ▬▬ ▬▬▬▬ ▬▬▬ ▬ ▬▬ ▬▬ ▬▬▬▬ ▬▬▬ ▬ ▬▬ ▬▬ ▬▬▬▬ ▬▬▬ ▬ ▬▬ ▬▬ ▬▬▬▬ ▬▬▬ ▬ ▬▬ ▬▬ ▬▬▬▬ ▬▬▬ ▬ ▬▬ ▬▬ ▬▬▬▬ ▬▬▬ ▬ ▬▬ ▬▬ ▬▬▬▬ ▬▬▬ ▬ ▬▬ ▬▬ ▬▬▬▬ ▬▬▬ ▬ ▬▬ ▬▬ ▬▬▬▬ ▬▬▬ ▬ ▬▬ ▬▬ ▬▬▬▬ ▬▬▬ ▬ ▬▬ ▬▬ ▬▬▬▬ ▬▬▬ ▬ ▬▬ ▬▬ ▬▬▬▬ ▬▬▬ ▬ ▬▬ ▬▬ ▬▬▬▬ ▬▬▬ ▬ ▬▬ ▬▬ ▬▬▬▬ ▬▬▬ ▬ ▬▬ ▬▬ ▬▬▬▬ ▬▬▬ ▬ ▬▬ ▬▬ ▬▬▬▬ ▬▬▬ ▬ ▬▬ ▬▬ ▬▬▬▬ ▬▬▬ ▬ ▬▬ ▬▬ ▬▬▬▬ ▬▬▬ ▬ ▬▬ ▬▬ ▬▬▬▬ ▬▬▬ ▬ ▬▬ ▬▬ ▬▬▬▬ ▬▬▬ ▬ ▬▬ ▬▬ ▬▬▬▬ ▬▬▬ ▬ ▬▬ ▬▬ ▬▬▬▬ ▬▬▬ ▬ ▬▬ ▬▬ ▬▬▬▬ ▬▬▬ ▬ ▬▬ ▬▬ ▬▬▬▬ ▬▬▬ ▬ ▬▬ ▬▬ ▬▬▬▬ ▬▬▬ ▬ ▬▬ ▬▬ ▬▬▬▬ ▬▬▬ ▬ ▬▬ ▬▬ ▬▬▬▬ ▬▬▬ ▬ ▬▬ ▬▬ ▬▬▬▬ ▬▬▬ ▬ ▬▬ ▬▬ ▬▬▬▬ ▬▬▬ ▬ ▬▬ ▬▬ ▬▬▬▬ ▬▬▬ ▬ ▬▬ ▬▬ ▬▬▬▬ ▬▬▬ ▬ ▬▬ ▬▬ ▬▬▬▬ ▬▬▬ ▬ ▬▬ ▬▬ ▬▬▬▬ ▬▬▬ ▬ ▬▬ ▬▬ ▬▬▬▬ ▬▬▬ ▬ ▬▬ ▬▬ ▬▬▬▬ ▬▬▬ ▬ ▬▬ ▬▬ ▬▬▬▬ ▬▬▬ ▬ ▬▬ ▬▬ ▬▬▬▬ ▬▬▬ ▬ ▬▬ ▬▬ ▬▬▬▬ ▬▬▬ ▬ ▬▬ ▬▬ ▬▬▬▬ ▬▬▬ ▬ ▬▬ ▬▬ ▬▬▬▬ ▬▬▬ ▬ ▬▬ ▬▬ ▬▬▬▬ ▬▬▬ ▬ ▬▬ ▬▬ ▬▬▬▬ ▬▬▬ ▬ ▬▬ ▬▬ ▬▬▬▬ ▬▬▬ ▬ ▬▬ ▬▬ ▬▬▬▬ ▬▬▬ ▬ ▬▬ ▬▬ ▬▬▬▬ ▬▬▬ ▬ ▬▬ ▬▬ ▬▬▬▬ ▬▬▬ ▬ ▬▬ ▬▬ ▬▬▬▬ ▬▬▬ ▬ ▬▬ ▬▬ ▬▬▬▬ ▬▬▬ ▬ ▬▬ ▬▬ ▬▬▬▬ ▬▬▬ ▬ ▬▬ ▬▬ ▬▬▬▬ ▬▬▬ ▬ ▬▬ ▬▬ ▬▬▬▬ ▬▬▬ ▬ ▬▬ ▬▬ ▬▬▬▬ ▬▬▬ ▬ ▬▬ ▬▬ ▬▬▬▬ ▬▬▬ ▬ ▬▬ ▬▬ ▬▬▬▬ ▬▬▬ ▬ ▬▬ ▬▬ ▬▬▬▬ ▬▬▬ ▬ ▬▬ ▬▬ ▬▬▬▬ ▬▬▬ ▬ ▬▬ ▬▬ ▬▬▬▬ ▬▬▬ ▬ ▬▬ ▬▬ ▬▬▬▬ ▬▬▬ ▬ ▬▬ ▬▬ ▬▬▬▬ ▬▬▬ ▬ ▬▬ ▬▬ ▬▬▬▬ ▬▬▬ ▬ ▬▬ ▬▬ ▬▬▬▬ ▬▬▬ ▬ ▬▬ ▬▬ ▬▬▬▬ ▬▬▬ ▬ ▬▬ ▬▬ ▬▬▬▬ ▬▬▬ ▬ ▬▬ ▬▬ ▬▬▬▬ ▬▬▬ ▬ ▬▬ ▬▬ ▬▬▬▬ ▬▬▬ ▬ ▬▬ ▬▬ ▬▬▬▬ ▬▬▬ ▬ ▬▬ ▬▬ ▬▬▬▬ ▬▬▬ ▬ ▬▬ ▬▬ ▬▬▬▬ ▬▬▬ ▬ ▬▬ ▬▬ ▬▬▬▬ ▬▬▬ ▬ ▬▬ ▬▬ ▬▬▬▬ ▬▬▬ ▬ ▬▬ ▬▬ ▬▬▬▬ ▬▬▬ ▬ ▬▬ ▬▬ ▬▬▬▬ ▬▬▬ ▬ ▬▬ ▬▬ ▬▬▬▬ ▬▬▬ ▬ ▬▬ ▬▬ ▬▬▬▬ ▬▬▬ ▬ ▬▬ ▬▬ ▬▬▬▬ ▬▬▬ ▬ ▬▬ ▬▬ ▬▬▬▬ ▬▬▬ ▬ ▬▬ ▬▬ ▬▬▬▬ ▬▬▬ ▬ ▬▬ ▬▬ ▬▬▬▬ ▬▬▬ ▬ ▬▬ ▬▬ ▬▬▬▬ ▬▬▬ ▬ ▬▬ ▬▬ ▬▬▬▬ ▬▬▬ ▬ ▬▬ ▬▬ ▬▬▬▬ ▬▬▬ ▬ ▬▬ ▬▬ ▬▬▬▬ ▬▬▬ ▬ ▬▬ ▬▬ ▬▬▬▬ ▬▬▬ ▬ ▬▬ ▬▬ ▬▬▬▬ ▬▬▬ ▬ ▬▬ ▬▬ ▬▬▬▬ ▬▬▬ ▬ ▬▬ ▬▬ ▬▬▬▬ ▬▬▬ ▬ ▬▬ ▬▬ ▬▬▬▬ ▬▬▬ ▬ ▬▬ ▬▬ ▬▬▬▬ ▬▬▬ ▬ ▬▬ ▬▬ ▬▬▬▬ ▬▬▬ ▬ ▬▬ ▬▬ ▬▬▬▬ ▬▬▬ ▬ ▬▬ ▬▬ ▬▬▬▬ ▬▬▬ ▬ ▬▬ ▬▬ ▬▬▬▬ ▬▬▬ ▬ ▬▬ ▬▬ ▬▬▬▬ ▬▬▬ ▬ ▬▬ ▬▬ ▬▬▬▬ ▬▬▬ ▬ ▬▬ ▬▬ ▬▬▬▬ ▬▬▬ ▬ ▬▬ ▬▬ ▬▬▬▬ ▬▬▬ ▬ ▬▬ ▬▬ ▬▬▬▬ ▬▬▬ ▬ ▬▬ ▬▬ ▬▬▬▬ ▬▬▬ ▬ ▬▬ ▬▬ ▬▬▬▬ ▬▬▬ ▬ ▬▬ ▬▬ ▬▬▬▬ ▬▬▬ ▬ ▬▬ ▬▬ ▬▬▬▬ ▬▬▬ ▬ ▬▬ ▬▬ ▬▬▬▬ ▬▬▬ ▬ ▬▬ ▬▬ ▬▬▬▬ ▬▬▬ ▬ ▬▬ ▬▬ ▬▬▬▬ ▬▬▬ ▬ ▬▬ ▬▬ ▬▬▬▬ ▬▬▬ ▬ ▬▬ ▬▬ ▬▬▬▬ ▬▬▬ ▬ ▬▬ ▬▬ ▬▬▬▬ ▬▬▬ ▬ ▬▬ ▬▬ ▬▬▬▬ ▬▬▬ ▬ ▬▬ ▬▬ ▬▬▬▬ ▬▬▬ ▬ ▬▬ ▬▬ ▬▬▬▬ ▬▬▬ ▬ ▬▬ ▬▬ ▬▬▬▬ ▬▬▬ ▬ ▬▬ ▬▬ ▬▬▬▬ ▬▬▬ ▬ ▬▬ ▬▬ ▬▬▬▬ ▬▬▬ ▬ ▬▬ ▬▬ ▬▬▬▬ ▬▬▬ ▬ ▬▬ ▬▬ ▬▬▬▬ ▬▬▬ ▬ ▬▬ ▬▬ ▬▬▬▬ ▬▬▬ ▬ ▬▬ ▬▬ ▬▬▬▬ ▬▬▬ ▬ ▬▬ ▬▬ ▬▬▬▬ ▬▬▬ ▬ ▬▬ ▬▬ ▬▬▬▬ ▬▬▬ ▬ ▬▬ ▬▬ ▬▬▬▬ ▬▬▬ ▬ ▬▬ ▬▬ ▬▬▬▬ ▬▬▬ ▬ ▬▬ ▬▬ ▬▬▬▬ ▬▬▬ ▬ ▬▬ ▬▬ ▬▬▬▬ ▬▬▬ ▬ ▬▬ ▬▬ ▬▬▬▬ ▬▬▬ ▬ ▬▬ ▬▬ ▬▬▬▬ ▬▬▬ ▬ ▬▬ ▬▬ ▬▬▬▬ ▬▬▬ ▬ ▬▬ ▬▬ ▬▬▬▬ ▬▬▬ ▬ ▬▬ ▬▬ ▬▬▬▬ ▬▬▬ ▬ ▬▬ ▬▬ ▬▬▬▬ ▬▬▬ ▬ ▬▬ ▬▬ ▬▬▬▬ ▬▬▬ ▬ ▬▬ ▬▬ ▬▬▬▬ ▬▬▬ ▬ ▬▬ ▬▬ ▬▬▬▬ ▬▬▬ ▬ ▬▬ ▬▬ ▬▬▬▬ ▬▬▬ ▬ ▬▬ ▬▬ ▬▬▬▬ ▬▬▬ ▬ ▬▬ ▬▬ ▬▬▬▬ ▬▬▬ ▬ ▬▬ ▬▬ ▬▬▬▬ ▬▬▬ ▬ ▬▬ ▬▬ ▬▬▬▬ ▬▬▬ ▬ ▬▬ ▬▬ ▬▬▬▬ ▬▬▬ ▬ ▬▬ ▬▬ ▬▬▬▬ ▬▬▬ ▬ ▬▬ ▬▬ ▬▬▬▬ ▬▬▬ ▬ ▬▬ ▬▬ ▬▬▬▬ ▬▬▬ ▬ ▬▬ ▬▬ ▬▬▬▬ ▬▬▬ ▬ ▬▬ ▬▬ ▬▬▬▬ ▬▬▬ ▬ ▬▬ ▬▬ ▬▬▬▬ ▬▬▬ ▬ ▬▬ ▬▬ ▬▬▬▬ ▬▬▬ ▬ ▬▬ ▬▬ ▬▬▬▬ ▬▬▬ ▬ ▬▬ ▬▬ ▬▬▬▬ ▬▬▬ ▬ ▬▬ ▬▬ ▬▬▬▬ ▬▬▬ ▬ ▬▬ ▬▬ ▬▬▬▬ ▬▬▬ ▬ ▬▬ ▬▬ ▬▬▬▬ ▬▬▬ ▬ ▬▬ ▬▬ ▬▬▬▬ ▬▬▬ ▬ ▬▬ ▬▬ ▬▬▬▬ ▬▬▬ ▬ ▬▬ ▬▬ ▬▬▬▬ ▬▬▬ ▬ ▬▬ ▬▬ ▬▬▬▬ ▬▬▬ ▬ ▬▬ ▬▬ ▬▬▬▬ ▬▬▬ ▬ ▬▬ ▬▬ ▬▬▬▬ ▬▬▬ ▬ ▬▬ ▬▬ ▬▬▬▬ ▬▬▬ ▬ ▬▬ ▬▬ ▬▬▬▬ ▬▬▬ ▬ ▬▬ ▬▬ ▬▬▬▬ ▬▬▬ ▬ ▬▬ ▬▬ ▬▬▬▬ ▬▬▬ ▬ ▬▬ ▬▬ ▬▬▬▬ ▬▬▬ ▬ ▬▬ ▬▬ ▬▬▬▬ ▬▬▬ ▬ ▬▬ ▬▬ ▬▬▬▬ ▬▬▬ ▬ ▬▬ ▬▬ ▬▬▬▬ ▬▬▬ ▬ ▬▬ ▬▬ ▬▬▬▬ ▬▬▬ ▬ ▬▬ ▬▬ ▬▬▬▬ ▬▬▬ ▬ ▬▬ ▬▬ ▬▬▬▬ ▬▬▬ ▬ ▬▬ ▬▬ ▬▬▬▬ ▬▬▬ ▬ ▬▬ ▬▬ ▬▬▬▬ ▬▬▬ ▬ ▬▬ ▬▬ ▬▬▬▬ ▬▬▬ ▬ ▬▬ ▬▬ ▬▬▬▬ ▬▬▬ ▬ ▬▬ ▬▬ ▬▬▬▬ ▬▬▬ ▬ ▬▬ ▬▬: [374, 823, 544, 1392]
natator-heading: THE SCRATCHING OF NATATOR.: [217, 1482, 335, 1503]
west-coast-reports-heading: REPORTS OF THE WEST COAST COMMISSIONERS' PROCEEDINGS.: [374, 1405, 544, 1436]
steamship-icon: [998, 61, 1032, 79]
steamship-icon: [998, 185, 1032, 203]
article-body-allwright: ▬▬▬▬ ▬▬▬ ▬ ▬▬ ▬▬ ▬▬▬▬ ▬▬▬ ▬ ▬▬ ▬▬ ▬▬▬▬ ▬▬▬ ▬ ▬▬ ▬▬ ▬▬▬▬ ▬▬▬ ▬ ▬▬ ▬▬ ▬▬▬▬ ▬▬▬ ▬ ▬▬ ▬▬ ▬▬▬▬ ▬▬▬ ▬ ▬▬ ▬▬ ▬▬▬▬ ▬▬▬ ▬ ▬▬ ▬▬ ▬▬▬▬ ▬▬▬ ▬ ▬▬ ▬▬ ▬▬▬▬ ▬▬▬ ▬ ▬▬ ▬▬ ▬▬▬▬ ▬▬▬ ▬ ▬▬ ▬▬ ▬▬▬▬ ▬▬▬ ▬ ▬▬ ▬▬ ▬▬▬▬ ▬▬▬ ▬ ▬▬ ▬▬ ▬▬▬▬ ▬▬▬ ▬ ▬▬ ▬▬ ▬▬▬▬ ▬▬▬ ▬ ▬▬ ▬▬ ▬▬▬▬ ▬▬▬ ▬ ▬▬ ▬▬ ▬▬▬▬ ▬▬▬ ▬ ▬▬ ▬▬ ▬▬▬▬ ▬▬▬ ▬ ▬▬ ▬▬ ▬▬▬▬ ▬▬▬ ▬ ▬▬ ▬▬ ▬▬▬▬ ▬▬▬ ▬ ▬▬ ▬▬ ▬▬▬▬ ▬▬▬ ▬ ▬▬ ▬▬ ▬▬▬▬ ▬▬▬ ▬ ▬▬ ▬▬ ▬▬▬▬ ▬▬▬ ▬ ▬▬ ▬▬ ▬▬▬▬ ▬▬▬ ▬ ▬▬ ▬▬ ▬▬▬▬ ▬▬▬ ▬ ▬▬ ▬▬ ▬▬▬▬ ▬▬▬ ▬ ▬▬ ▬▬ ▬▬▬▬ ▬▬▬ ▬ ▬▬ ▬▬ ▬▬▬▬ ▬▬▬ ▬ ▬▬ ▬▬ ▬▬▬▬ ▬▬▬ ▬ ▬▬ ▬▬ ▬▬▬▬ ▬▬▬ ▬ ▬▬ ▬▬ ▬▬▬▬ ▬▬▬ ▬ ▬▬ ▬▬ ▬▬▬▬ ▬▬▬ ▬ ▬▬ ▬▬ ▬▬▬▬ ▬▬▬ ▬ ▬▬ ▬▬ ▬▬▬▬ ▬▬▬ ▬ ▬▬ ▬▬ ▬▬▬▬ ▬▬▬ ▬ ▬▬ ▬▬ ▬▬▬▬ ▬▬▬ ▬ ▬▬ ▬▬ ▬▬▬▬ ▬▬▬ ▬ ▬▬ ▬▬ ▬▬▬▬ ▬▬▬ ▬ ▬▬ ▬▬ ▬▬▬▬ ▬▬▬ ▬ ▬▬ ▬▬ ▬▬▬▬ ▬▬▬ ▬ ▬▬ ▬▬ ▬▬▬▬ ▬▬▬ ▬ ▬▬ ▬▬ ▬▬▬▬ ▬▬▬ ▬ ▬▬ ▬▬ ▬▬▬▬ ▬▬▬ ▬ ▬▬ ▬▬ ▬▬▬▬ ▬▬▬ ▬ ▬▬ ▬▬ ▬▬▬▬ ▬▬▬ ▬ ▬▬ ▬▬ ▬▬▬▬ ▬▬▬ ▬ ▬▬ ▬▬ ▬▬▬▬ ▬▬▬ ▬ ▬▬ ▬▬ ▬▬▬▬ ▬▬▬ ▬ ▬▬ ▬▬ ▬▬▬▬ ▬▬▬ ▬ ▬▬ ▬▬ ▬▬▬▬ ▬▬▬ ▬ ▬▬ ▬▬ ▬▬▬▬ ▬▬▬ ▬ ▬▬ ▬▬ ▬▬▬▬ ▬▬▬ ▬ ▬▬ ▬▬ ▬▬▬▬ ▬▬▬ ▬ ▬▬ ▬▬ ▬▬▬▬ ▬▬▬ ▬ ▬▬ ▬▬ ▬▬▬▬ ▬▬▬ ▬ ▬▬ ▬▬ ▬▬▬▬ ▬▬▬ ▬ ▬▬ ▬▬ ▬▬▬▬ ▬▬▬ ▬ ▬▬ ▬▬ ▬▬▬▬ ▬▬▬ ▬ ▬▬ ▬▬ ▬▬▬▬ ▬▬▬ ▬ ▬▬ ▬▬ ▬▬▬▬ ▬▬▬ ▬ ▬▬ ▬▬ ▬▬▬▬ ▬▬▬ ▬ ▬▬ ▬▬ ▬▬▬▬ ▬▬▬ ▬ ▬▬ ▬▬ ▬▬▬▬ ▬▬▬ ▬ ▬▬ ▬▬ ▬▬▬▬ ▬▬▬ ▬ ▬▬ ▬▬ ▬▬▬▬ ▬▬▬ ▬ ▬▬ ▬▬ ▬▬▬▬ ▬▬▬ ▬ ▬▬ ▬▬ ▬▬▬▬ ▬▬▬ ▬ ▬▬ ▬▬ ▬▬▬▬ ▬▬▬ ▬ ▬▬ ▬▬ ▬▬▬▬ ▬▬▬ ▬ ▬▬ ▬▬ ▬▬▬▬ ▬▬▬ ▬ ▬▬ ▬▬ ▬▬▬▬ ▬▬▬ ▬ ▬▬ ▬▬ ▬▬▬▬ ▬▬▬ ▬ ▬▬ ▬▬ ▬▬▬▬ ▬▬▬ ▬ ▬▬ ▬▬ ▬▬▬▬ ▬▬▬ ▬ ▬▬ ▬▬ ▬▬▬▬ ▬▬▬ ▬ ▬▬ ▬▬ ▬▬▬▬ ▬▬▬ ▬ ▬▬ ▬▬ ▬▬▬▬ ▬▬▬ ▬ ▬▬ ▬▬ ▬▬▬▬ ▬▬▬ ▬ ▬▬ ▬▬ ▬▬▬▬ ▬▬▬ ▬ ▬▬ ▬▬ ▬▬▬▬ ▬▬▬ ▬ ▬▬ ▬▬ ▬▬▬▬ ▬▬▬ ▬ ▬▬ ▬▬ ▬▬▬▬ ▬▬▬ ▬ ▬▬ ▬▬ ▬▬▬▬ ▬▬▬ ▬ ▬▬ ▬▬ ▬▬▬▬ ▬▬▬ ▬ ▬▬ ▬▬ ▬▬▬▬ ▬▬▬ ▬ ▬▬ ▬▬ ▬▬▬▬ ▬▬▬ ▬ ▬▬ ▬▬ ▬▬▬▬ ▬▬▬ ▬ ▬▬ ▬▬ ▬▬▬▬ ▬▬▬ ▬ ▬▬ ▬▬ ▬▬▬▬ ▬▬▬ ▬ ▬▬ ▬▬ ▬▬▬▬ ▬▬▬ ▬ ▬▬ ▬▬ ▬▬▬▬ ▬▬▬ ▬ ▬▬ ▬▬ ▬▬▬▬ ▬▬▬ ▬ ▬▬ ▬▬ ▬▬▬▬ ▬▬▬ ▬ ▬▬ ▬▬ ▬▬▬▬ ▬▬▬ ▬ ▬▬ ▬▬ ▬▬▬▬ ▬▬▬ ▬ ▬▬ ▬▬ ▬▬▬▬ ▬▬▬ ▬ ▬▬ ▬▬ ▬▬▬▬ ▬▬▬ ▬ ▬▬ ▬▬ ▬▬▬▬ ▬▬▬ ▬ ▬▬ ▬▬ ▬▬▬▬ ▬▬▬ ▬ ▬▬ ▬▬ ▬▬▬▬ ▬▬▬ ▬ ▬▬ ▬▬ ▬▬▬▬ ▬▬▬ ▬ ▬▬ ▬▬ ▬▬▬▬ ▬▬▬ ▬ ▬▬ ▬▬ ▬▬▬▬ ▬▬▬ ▬ ▬▬ ▬▬ ▬▬▬▬ ▬▬▬ ▬ ▬▬ ▬▬ ▬▬▬▬ ▬▬▬ ▬ ▬▬ ▬▬ ▬▬▬▬ ▬▬▬ ▬ ▬▬ ▬▬ ▬▬▬▬ ▬▬▬ ▬ ▬▬ ▬▬ ▬▬▬▬ ▬▬▬ ▬ ▬▬ ▬▬ ▬▬▬▬ ▬▬▬ ▬ ▬▬ ▬▬ ▬▬▬▬ ▬▬▬ ▬ ▬▬ ▬▬ ▬▬▬▬ ▬▬▬ ▬ ▬▬ ▬▬ ▬▬▬▬ ▬▬▬ ▬ ▬▬ ▬▬ ▬▬▬▬ ▬▬▬ ▬ ▬▬ ▬▬ ▬▬▬▬ ▬▬▬ ▬ ▬▬ ▬▬ ▬▬▬▬ ▬▬▬ ▬ ▬▬ ▬▬ ▬▬▬▬ ▬▬▬ ▬ ▬▬ ▬▬ ▬▬▬▬ ▬▬▬ ▬ ▬▬ ▬▬ ▬▬▬▬ ▬▬▬ ▬ ▬▬ ▬▬ ▬▬▬▬ ▬▬▬ ▬ ▬▬ ▬▬ ▬▬▬▬ ▬▬▬ ▬ ▬▬ ▬▬ ▬▬▬▬ ▬▬▬ ▬ ▬▬ ▬▬ ▬▬▬▬ ▬▬▬ ▬ ▬▬ ▬▬ ▬▬▬▬ ▬▬▬ ▬ ▬▬ ▬▬ ▬▬▬▬ ▬▬▬ ▬ ▬▬ ▬▬ ▬▬▬▬ ▬▬▬ ▬ ▬▬ ▬▬ ▬▬▬▬ ▬▬▬ ▬ ▬▬ ▬▬ ▬▬▬▬ ▬▬▬ ▬ ▬▬ ▬▬ ▬▬▬▬ ▬▬▬ ▬ ▬▬ ▬▬ ▬▬▬▬ ▬▬▬ ▬ ▬▬ ▬▬ ▬▬▬▬ ▬▬▬ ▬ ▬▬ ▬▬ ▬▬▬▬ ▬▬▬ ▬ ▬▬ ▬▬ ▬▬▬▬ ▬▬▬ ▬ ▬▬ ▬▬ ▬▬▬▬ ▬▬▬ ▬ ▬▬ ▬▬ ▬▬▬▬ ▬▬▬ ▬ ▬▬ ▬▬ ▬▬▬▬ ▬▬▬ ▬ ▬▬ ▬▬ ▬▬▬▬ ▬▬▬ ▬ ▬▬ ▬▬ ▬▬▬▬ ▬▬▬ ▬ ▬▬ ▬▬ ▬▬▬▬ ▬▬▬ ▬ ▬▬ ▬▬ ▬▬▬▬ ▬▬▬ ▬ ▬▬ ▬▬ ▬▬▬▬ ▬▬▬ ▬ ▬▬ ▬▬ ▬▬▬▬ ▬▬▬ ▬ ▬▬ ▬▬ ▬▬▬▬ ▬▬▬ ▬ ▬▬ ▬▬ ▬▬▬▬ ▬▬▬ ▬ ▬▬ ▬▬ ▬▬▬▬ ▬▬▬ ▬ ▬▬ ▬▬ ▬▬▬▬ ▬▬▬ ▬ ▬▬ ▬▬ ▬▬▬▬ ▬▬▬ ▬ ▬▬ ▬▬ ▬▬▬▬ ▬▬▬ ▬ ▬▬ ▬▬ ▬▬▬▬ ▬▬▬ ▬ ▬▬ ▬▬ ▬▬▬▬ ▬▬▬ ▬ ▬▬ ▬▬ ▬▬▬▬ ▬▬▬ ▬ ▬▬ ▬▬ ▬▬▬▬ ▬▬▬ ▬ ▬▬ ▬▬ ▬▬▬▬ ▬▬▬ ▬ ▬▬ ▬▬ ▬▬▬▬ ▬▬▬ ▬ ▬▬ ▬▬ ▬▬▬▬ ▬▬▬ ▬ ▬▬ ▬▬ ▬▬▬▬ ▬▬▬ ▬ ▬▬ ▬▬ ▬▬▬▬ ▬▬▬ ▬ ▬▬ ▬▬ ▬▬▬▬ ▬▬▬ ▬ ▬▬ ▬▬ ▬▬▬▬ ▬▬▬ ▬ ▬▬ ▬▬ ▬▬▬▬ ▬▬▬ ▬ ▬▬ ▬▬ ▬▬▬▬ ▬▬▬ ▬ ▬▬ ▬▬ ▬▬▬▬ ▬▬▬ ▬ ▬▬ ▬▬ ▬▬▬▬ ▬▬▬ ▬ ▬▬ ▬▬ ▬▬▬▬ ▬▬▬ ▬ ▬▬ ▬▬ ▬▬▬▬ ▬▬▬ ▬ ▬▬ ▬▬ ▬▬▬▬ ▬▬▬ ▬ ▬▬ ▬▬ ▬▬▬▬ ▬▬▬ ▬ ▬▬ ▬▬ ▬▬▬▬ ▬▬▬ ▬ ▬▬ ▬▬ ▬▬▬▬ ▬▬▬ ▬ ▬▬ ▬▬ ▬▬▬▬ ▬▬▬ ▬ ▬▬ ▬▬ ▬▬▬▬ ▬▬▬ ▬ ▬▬ ▬▬ ▬▬▬▬ ▬▬▬ ▬ ▬▬ ▬▬ ▬▬▬▬ ▬▬▬ ▬ ▬▬ ▬▬ ▬▬▬▬ ▬▬▬ ▬ ▬▬ ▬▬ ▬▬▬▬ ▬▬▬ ▬ ▬▬ ▬▬ ▬▬▬▬ ▬▬▬ ▬ ▬▬ ▬▬ ▬▬▬▬ ▬▬▬ ▬ ▬▬ ▬▬ ▬▬▬▬ ▬▬▬ ▬ ▬▬ ▬▬ ▬▬▬▬ ▬▬▬ ▬ ▬▬ ▬▬ ▬▬▬▬ ▬▬▬ ▬ ▬▬ ▬▬ ▬▬▬▬ ▬▬▬ ▬ ▬▬ ▬▬ ▬▬▬▬ ▬▬▬ ▬ ▬▬ ▬▬ ▬▬▬▬ ▬▬▬ ▬ ▬▬ ▬▬ ▬▬▬▬ ▬▬▬ ▬ ▬▬ ▬▬ ▬▬▬▬ ▬▬▬ ▬ ▬▬ ▬▬ ▬▬▬▬ ▬▬▬ ▬ ▬▬ ▬▬ ▬▬▬▬ ▬▬▬ ▬ ▬▬ ▬▬ ▬▬▬▬ ▬▬▬ ▬ ▬▬ ▬▬ ▬▬▬▬ ▬▬▬ ▬ ▬▬ ▬▬ ▬▬▬▬ ▬▬▬ ▬ ▬▬ ▬▬ ▬▬▬▬ ▬▬▬ ▬ ▬▬ ▬▬ ▬▬▬▬ ▬▬▬ ▬ ▬▬ ▬▬ ▬▬▬▬ ▬▬▬ ▬ ▬▬ ▬▬ ▬▬▬▬ ▬▬▬ ▬ ▬▬ ▬▬ ▬▬▬▬ ▬▬▬ ▬ ▬▬ ▬▬ ▬▬▬▬ ▬▬▬ ▬ ▬▬ ▬▬ ▬▬▬▬ ▬▬▬ ▬ ▬▬ ▬▬ ▬▬▬▬ ▬▬▬ ▬ ▬▬ ▬▬ ▬▬▬▬ ▬▬▬ ▬ ▬▬ ▬▬ ▬▬▬▬ ▬▬▬ ▬ ▬▬ ▬▬: [10, 71, 178, 595]
working-mens-club-heading: WORKING MEN'S CLUB FOR SYDENHAM.: [199, 221, 353, 242]
literature-story-title: DESPERATE DOVES.: [587, 65, 696, 75]
ad-akaroa-saturday: SATURDAY AFTERNOON EXCURSION. THE S.S. AKAROA Will run down the Harbor for a Trip on SATURDAY AFTERNOON, on arrival of the 1.25 p.m. train. Fares for the Trip, 2s 6d. Passengers by her will be given an opportunity to have some Fishing, Tea, Refreshments, etc. on board at the usual charges. 8067 J. McLEAN, Master.: [925, 568, 1104, 652]
natator-sub: DUNEDIN, April 13.: [242, 1503, 310, 1512]
sporting-body: ▬▬▬▬ ▬▬▬ ▬ ▬▬ ▬▬ ▬▬▬▬ ▬▬▬ ▬ ▬▬ ▬▬ ▬▬▬▬ ▬▬▬ ▬ ▬▬ ▬▬ ▬▬▬▬ ▬▬▬ ▬ ▬▬ ▬▬ ▬▬▬▬ ▬▬▬ ▬ ▬▬ ▬▬ ▬▬▬▬ ▬▬▬ ▬ ▬▬ ▬▬ ▬▬▬▬ ▬▬▬ ▬ ▬▬ ▬▬ ▬▬▬▬ ▬▬▬ ▬ ▬▬ ▬▬ ▬▬▬▬ ▬▬▬ ▬ ▬▬ ▬▬ ▬▬▬▬ ▬▬▬ ▬ ▬▬ ▬▬ ▬▬▬▬ ▬▬▬ ▬ ▬▬ ▬▬ ▬▬▬▬ ▬▬▬ ▬ ▬▬ ▬▬ ▬▬▬▬ ▬▬▬ ▬ ▬▬ ▬▬ ▬▬▬▬ ▬▬▬ ▬ ▬▬ ▬▬ ▬▬▬▬ ▬▬▬ ▬ ▬▬ ▬▬ ▬▬▬▬ ▬▬▬ ▬ ▬▬ ▬▬ ▬▬▬▬ ▬▬▬ ▬ ▬▬ ▬▬ ▬▬▬▬ ▬▬▬ ▬ ▬▬ ▬▬ ▬▬▬▬ ▬▬▬ ▬ ▬▬ ▬▬ ▬▬▬▬ ▬▬▬ ▬ ▬▬ ▬▬ ▬▬▬▬ ▬▬▬ ▬ ▬▬ ▬▬ ▬▬▬▬ ▬▬▬ ▬ ▬▬ ▬▬ ▬▬▬▬ ▬▬▬ ▬ ▬▬ ▬▬ ▬▬▬▬ ▬▬▬ ▬ ▬▬ ▬▬ ▬▬▬▬ ▬▬▬ ▬ ▬▬ ▬▬ ▬▬▬▬: [191, 989, 361, 1054]
article-heading-allwright: MR ALLWRIGHT AT LYTTELTON.: [41, 41, 147, 61]
working-mens-club-body: ▬▬▬▬ ▬▬▬ ▬ ▬▬ ▬▬ ▬▬▬▬ ▬▬▬ ▬ ▬▬ ▬▬ ▬▬▬▬ ▬▬▬ ▬ ▬▬ ▬▬ ▬▬▬▬ ▬▬▬ ▬ ▬▬ ▬▬ ▬▬▬▬ ▬▬▬ ▬ ▬▬ ▬▬ ▬▬▬▬ ▬▬▬ ▬ ▬▬ ▬▬ ▬▬▬▬ ▬▬▬ ▬ ▬▬ ▬▬ ▬▬▬▬ ▬▬▬ ▬ ▬▬ ▬▬ ▬▬▬▬ ▬▬▬ ▬ ▬▬ ▬▬ ▬▬▬▬ ▬▬▬ ▬ ▬▬ ▬▬ ▬▬▬▬ ▬▬▬ ▬ ▬▬ ▬▬ ▬▬▬▬ ▬▬▬ ▬ ▬▬ ▬▬ ▬▬▬▬ ▬▬▬ ▬ ▬▬ ▬▬ ▬▬▬▬ ▬▬▬ ▬ ▬▬ ▬▬ ▬▬▬▬ ▬▬▬ ▬ ▬▬ ▬▬ ▬▬▬▬ ▬▬▬ ▬ ▬▬ ▬▬ ▬▬▬▬ ▬▬▬ ▬ ▬▬ ▬▬ ▬▬▬▬ ▬▬▬ ▬ ▬▬ ▬▬ ▬▬▬▬ ▬▬▬ ▬ ▬▬ ▬▬ ▬▬▬▬ ▬▬▬ ▬ ▬▬ ▬▬ ▬▬▬▬ ▬▬▬ ▬ ▬▬ ▬▬ ▬▬▬▬ ▬▬▬ ▬ ▬▬ ▬▬ ▬▬▬▬ ▬▬▬ ▬ ▬▬ ▬▬ ▬▬▬▬ ▬▬▬ ▬ ▬▬ ▬▬ ▬▬▬▬ ▬▬▬ ▬ ▬▬ ▬▬ ▬▬▬▬ ▬▬▬ ▬ ▬▬ ▬▬ ▬▬▬▬ ▬▬▬ ▬ ▬▬ ▬▬ ▬▬▬▬ ▬▬▬ ▬ ▬▬ ▬▬ ▬▬▬▬ ▬▬▬ ▬ ▬▬ ▬▬ ▬▬▬▬ ▬▬▬ ▬ ▬▬ ▬▬ ▬▬▬▬ ▬▬▬ ▬ ▬▬ ▬▬ ▬▬▬▬ ▬▬▬ ▬ ▬▬ ▬▬ ▬▬▬▬ ▬▬▬ ▬ ▬▬ ▬▬ ▬▬▬▬ ▬▬▬ ▬ ▬▬ ▬▬ ▬▬▬▬ ▬▬▬ ▬ ▬▬ ▬▬ ▬▬▬▬ ▬▬▬ ▬ ▬▬ ▬▬ ▬▬▬▬ ▬▬▬ ▬ ▬▬ ▬▬ ▬▬▬▬ ▬▬▬ ▬ ▬▬ ▬▬ ▬▬▬▬ ▬▬▬ ▬ ▬▬ ▬▬ ▬▬▬▬ ▬▬▬ ▬ ▬▬ ▬▬ ▬▬▬▬ ▬▬▬ ▬ ▬▬ ▬▬ ▬▬▬▬ ▬▬▬ ▬ ▬▬ ▬▬ ▬▬▬▬ ▬▬▬ ▬ ▬▬ ▬▬ ▬▬▬▬ ▬▬▬ ▬ ▬▬ ▬▬ ▬▬▬▬ ▬▬▬ ▬ ▬▬ ▬▬ ▬▬▬▬ ▬▬▬ ▬ ▬▬ ▬▬ ▬▬▬▬ ▬▬▬ ▬ ▬▬ ▬▬ ▬▬▬▬ ▬▬▬ ▬ ▬▬ ▬▬ ▬▬▬▬ ▬▬▬ ▬ ▬▬ ▬▬ ▬▬▬▬ ▬▬▬ ▬ ▬▬ ▬▬ ▬▬▬▬ ▬▬▬ ▬ ▬▬ ▬▬ ▬▬▬▬ ▬▬▬ ▬ ▬▬ ▬▬ ▬▬▬▬ ▬▬▬ ▬ ▬▬ ▬▬ ▬▬▬▬ ▬▬▬ ▬ ▬▬ ▬▬ ▬▬▬▬ ▬▬▬ ▬ ▬▬ ▬▬ ▬▬▬▬ ▬▬▬ ▬ ▬▬ ▬▬ ▬▬▬▬ ▬▬▬ ▬ ▬▬ ▬▬ ▬▬▬▬ ▬▬▬ ▬ ▬▬ ▬▬ ▬▬▬▬ ▬▬▬ ▬ ▬▬ ▬▬ ▬▬▬▬ ▬▬▬ ▬ ▬▬ ▬▬ ▬▬▬▬ ▬▬▬ ▬ ▬▬ ▬▬ ▬▬▬▬ ▬▬▬ ▬ ▬▬ ▬▬ ▬▬▬▬ ▬▬▬ ▬ ▬▬ ▬▬ ▬▬▬▬ ▬▬▬ ▬ ▬▬ ▬▬ ▬▬▬▬ ▬▬▬ ▬ ▬▬ ▬▬ ▬▬▬▬ ▬▬▬ ▬ ▬▬ ▬▬ ▬▬▬▬ ▬▬▬ ▬ ▬▬ ▬▬ ▬▬▬▬ ▬▬▬ ▬ ▬▬ ▬▬ ▬▬▬▬ ▬▬▬ ▬ ▬▬ ▬▬ ▬▬▬▬ ▬▬▬ ▬ ▬▬ ▬▬ ▬▬▬▬ ▬▬▬ ▬ ▬▬ ▬▬ ▬▬▬▬ ▬▬▬ ▬ ▬▬ ▬▬ ▬▬▬▬ ▬▬▬ ▬ ▬▬ ▬▬ ▬▬▬▬ ▬▬▬ ▬ ▬▬ ▬▬ ▬▬▬▬ ▬▬▬ ▬ ▬▬ ▬▬ ▬▬▬▬ ▬▬▬ ▬ ▬▬ ▬▬ ▬▬▬▬ ▬▬▬ ▬ ▬▬ ▬▬ ▬▬▬▬ ▬▬▬ ▬ ▬▬ ▬▬ ▬▬▬▬ ▬▬▬ ▬ ▬▬ ▬▬ ▬▬▬▬ ▬▬▬ ▬ ▬▬ ▬▬ ▬▬▬▬ ▬▬▬ ▬ ▬▬ ▬▬ ▬▬▬▬ ▬▬▬ ▬ ▬▬ ▬▬ ▬▬▬▬ ▬▬▬ ▬ ▬▬ ▬▬ ▬▬▬▬ ▬▬▬ ▬ ▬▬ ▬▬ ▬▬▬▬ ▬▬▬ ▬ ▬▬ ▬▬ ▬▬▬▬ ▬▬▬ ▬ ▬▬ ▬▬ ▬▬▬▬ ▬▬▬ ▬ ▬▬ ▬▬ ▬▬▬▬ ▬▬▬ ▬ ▬▬ ▬▬ ▬▬▬▬ ▬▬▬ ▬ ▬▬ ▬▬ ▬▬▬▬ ▬▬▬ ▬ ▬▬ ▬▬ ▬▬▬▬ ▬▬▬ ▬ ▬▬ ▬▬ ▬▬▬▬ ▬▬▬ ▬ ▬▬ ▬▬ ▬▬▬▬ ▬▬▬ ▬ ▬▬ ▬▬ ▬▬▬▬ ▬▬▬ ▬ ▬▬ ▬▬ ▬▬▬▬ ▬▬▬ ▬ ▬▬ ▬▬ ▬▬▬▬ ▬▬▬ ▬ ▬▬ ▬▬ ▬▬▬▬ ▬▬▬ ▬ ▬▬ ▬▬ ▬▬▬▬ ▬▬▬ ▬ ▬▬ ▬▬ ▬▬▬▬ ▬▬▬ ▬ ▬▬ ▬▬ ▬▬▬▬ ▬▬▬ ▬ ▬▬ ▬▬ ▬▬▬▬ ▬▬▬ ▬ ▬▬ ▬▬ ▬▬▬▬ ▬▬▬ ▬ ▬▬ ▬▬ ▬▬▬▬ ▬▬▬ ▬ ▬▬ ▬▬ ▬▬▬▬ ▬▬▬ ▬ ▬▬ ▬▬ ▬▬▬▬ ▬▬▬ ▬ ▬▬ ▬▬ ▬▬▬▬ ▬▬▬ ▬ ▬▬ ▬▬ ▬▬▬▬ ▬▬▬ ▬ ▬▬ ▬▬ ▬▬▬▬ ▬▬▬ ▬ ▬▬ ▬▬ ▬▬▬▬ ▬▬▬ ▬ ▬▬ ▬▬ ▬▬▬▬ ▬▬▬ ▬ ▬▬ ▬▬ ▬▬▬▬ ▬▬▬ ▬ ▬▬ ▬▬ ▬▬▬▬ ▬▬▬ ▬ ▬▬ ▬▬ ▬▬▬▬ ▬▬▬ ▬ ▬▬ ▬▬ ▬▬▬▬ ▬▬▬ ▬ ▬▬ ▬▬ ▬▬▬▬ ▬▬▬ ▬ ▬▬ ▬▬ ▬▬▬▬ ▬▬▬ ▬ ▬▬ ▬▬ ▬▬▬▬ ▬▬▬ ▬ ▬▬ ▬▬ ▬▬▬▬ ▬▬▬ ▬ ▬▬ ▬▬ ▬▬▬▬ ▬▬▬ ▬ ▬▬ ▬▬ ▬▬▬▬ ▬▬▬ ▬ ▬▬ ▬▬ ▬▬▬▬ ▬▬▬ ▬ ▬▬ ▬▬ ▬▬▬▬ ▬▬▬ ▬ ▬▬ ▬▬ ▬▬▬▬ ▬▬▬ ▬ ▬▬ ▬▬ ▬▬▬▬ ▬▬▬ ▬ ▬▬ ▬▬ ▬▬▬▬ ▬▬▬ ▬ ▬▬ ▬▬ ▬▬▬▬ ▬▬▬ ▬ ▬▬ ▬▬: [191, 244, 361, 576]
steamship-icon: [998, 402, 1032, 420]
kaiapoi-council-heading: KAIAPOI BOROUGH COUNCIL.: [194, 1253, 358, 1264]
compensation-court-body: ▬▬▬▬ ▬▬▬ ▬ ▬▬ ▬▬ ▬▬▬▬ ▬▬▬ ▬ ▬▬ ▬▬ ▬▬▬▬ ▬▬▬ ▬ ▬▬ ▬▬ ▬▬▬▬ ▬▬▬ ▬ ▬▬ ▬▬ ▬▬▬▬ ▬▬▬ ▬ ▬▬ ▬▬ ▬▬▬▬ ▬▬▬ ▬ ▬▬ ▬▬ ▬▬▬▬ ▬▬▬ ▬ ▬▬ ▬▬ ▬▬▬▬ ▬▬▬ ▬ ▬▬ ▬▬ ▬▬▬▬ ▬▬▬ ▬ ▬▬ ▬▬ ▬▬▬▬ ▬▬▬ ▬ ▬▬ ▬▬ ▬▬▬▬ ▬▬▬ ▬ ▬▬ ▬▬ ▬▬▬▬ ▬▬▬ ▬ ▬▬ ▬▬ ▬▬▬▬ ▬▬▬ ▬ ▬▬ ▬▬ ▬▬▬▬ ▬▬▬ ▬ ▬▬ ▬▬ ▬▬▬▬ ▬▬▬ ▬ ▬▬ ▬▬ ▬▬▬▬ ▬▬▬ ▬ ▬▬ ▬▬ ▬▬▬▬ ▬▬▬ ▬ ▬▬ ▬▬ ▬▬▬▬ ▬▬▬ ▬ ▬▬ ▬▬ ▬▬▬▬ ▬▬▬ ▬ ▬▬ ▬▬ ▬▬▬▬ ▬▬▬ ▬ ▬▬ ▬▬ ▬▬▬▬ ▬▬▬ ▬ ▬▬ ▬▬ ▬▬▬▬ ▬▬▬ ▬ ▬▬ ▬▬ ▬▬▬▬ ▬▬▬ ▬ ▬▬ ▬▬ ▬▬▬▬ ▬▬▬ ▬ ▬▬ ▬▬ ▬▬▬▬ ▬▬▬ ▬ ▬▬ ▬▬ ▬▬▬▬ ▬▬▬ ▬ ▬▬ ▬▬ ▬▬▬▬ ▬▬▬ ▬ ▬▬ ▬▬ ▬▬▬▬ ▬▬▬ ▬ ▬▬ ▬▬ ▬▬▬▬ ▬▬▬ ▬ ▬▬ ▬▬ ▬▬▬▬ ▬▬▬ ▬ ▬▬ ▬▬ ▬▬▬▬ ▬▬▬ ▬ ▬▬ ▬▬ ▬▬▬▬ ▬▬▬ ▬ ▬▬ ▬▬ ▬▬▬▬ ▬▬▬ ▬ ▬▬ ▬▬ ▬▬▬▬ ▬▬▬ ▬ ▬▬ ▬▬ ▬▬▬▬ ▬▬▬ ▬ ▬▬ ▬▬ ▬▬▬▬ ▬▬▬ ▬ ▬▬ ▬▬ ▬▬▬▬ ▬▬▬ ▬ ▬▬ ▬▬ ▬▬▬▬ ▬▬▬ ▬ ▬▬ ▬▬ ▬▬▬▬ ▬▬▬ ▬ ▬▬ ▬▬ ▬▬▬▬ ▬▬▬ ▬ ▬▬ ▬▬ ▬▬▬▬ ▬▬▬ ▬ ▬▬ ▬▬ ▬▬▬▬ ▬▬▬ ▬ ▬▬ ▬▬ ▬▬▬▬ ▬▬▬ ▬ ▬▬ ▬▬ ▬▬▬▬ ▬▬▬ ▬ ▬▬ ▬▬ ▬▬▬▬ ▬▬▬ ▬ ▬▬ ▬▬ ▬▬▬▬ ▬▬▬ ▬ ▬▬ ▬▬ ▬▬▬▬ ▬▬▬ ▬ ▬▬ ▬▬ ▬▬▬▬ ▬▬▬ ▬ ▬▬ ▬▬ ▬▬▬▬ ▬▬▬ ▬ ▬▬ ▬▬ ▬▬▬▬ ▬▬▬ ▬ ▬▬ ▬▬ ▬▬▬▬ ▬▬▬ ▬ ▬▬ ▬▬ ▬▬▬▬ ▬▬▬ ▬ ▬▬ ▬▬ ▬▬▬▬ ▬▬▬ ▬ ▬▬ ▬▬ ▬▬▬▬ ▬▬▬ ▬ ▬▬ ▬▬ ▬▬▬▬ ▬▬▬ ▬ ▬▬ ▬▬ ▬▬▬▬ ▬▬▬ ▬ ▬▬ ▬▬ ▬▬▬▬ ▬▬▬ ▬ ▬▬ ▬▬ ▬▬▬▬ ▬▬▬ ▬ ▬▬ ▬▬ ▬▬▬▬ ▬▬▬ ▬ ▬▬ ▬▬ ▬▬▬▬ ▬▬▬ ▬ ▬▬ ▬▬ ▬▬▬▬ ▬▬▬ ▬ ▬▬ ▬▬ ▬▬▬▬ ▬▬▬ ▬ ▬▬ ▬▬ ▬▬▬▬ ▬▬▬ ▬ ▬▬ ▬▬ ▬▬▬▬ ▬▬▬ ▬ ▬▬ ▬▬ ▬▬▬▬ ▬▬▬ ▬ ▬▬ ▬▬ ▬▬▬▬ ▬▬▬ ▬ ▬▬ ▬▬ ▬▬▬▬ ▬▬▬ ▬ ▬▬ ▬▬ ▬▬▬▬ ▬▬▬ ▬ ▬▬ ▬▬ ▬▬▬▬ ▬▬▬ ▬ ▬▬ ▬▬ ▬▬▬▬ ▬▬▬ ▬ ▬▬ ▬▬ ▬▬▬▬ ▬▬▬ ▬ ▬▬ ▬▬ ▬▬▬▬ ▬▬▬ ▬ ▬▬ ▬▬ ▬▬▬▬ ▬▬▬ ▬ ▬▬ ▬▬ ▬▬▬▬ ▬▬▬ ▬ ▬▬ ▬▬ ▬▬▬▬ ▬▬▬ ▬ ▬▬ ▬▬ ▬▬▬▬ ▬▬▬ ▬ ▬▬ ▬▬ ▬▬▬▬ ▬▬▬ ▬ ▬▬ ▬▬ ▬▬▬▬ ▬▬▬ ▬ ▬▬ ▬▬ ▬▬▬▬ ▬▬▬ ▬ ▬▬ ▬▬ ▬▬▬▬ ▬▬▬ ▬ ▬▬ ▬▬ ▬▬▬▬ ▬▬▬ ▬ ▬▬ ▬▬ ▬▬▬▬ ▬▬▬ ▬ ▬▬ ▬▬ ▬▬▬▬ ▬▬▬ ▬ ▬▬ ▬▬ ▬▬▬▬ ▬▬▬ ▬ ▬▬ ▬▬ ▬▬▬▬ ▬▬▬ ▬ ▬▬ ▬▬ ▬▬▬▬ ▬▬▬ ▬ ▬▬ ▬▬ ▬▬▬▬ ▬▬▬ ▬ ▬▬ ▬▬ ▬▬▬▬ ▬▬▬ ▬ ▬▬ ▬▬ ▬▬▬▬ ▬▬▬ ▬ ▬▬ ▬▬ ▬▬▬▬ ▬▬▬ ▬ ▬▬ ▬▬ ▬▬▬▬ ▬▬▬ ▬ ▬▬ ▬▬ ▬▬▬▬ ▬▬▬ ▬ ▬▬ ▬▬ ▬▬▬▬ ▬▬▬ ▬ ▬▬ ▬▬ ▬▬▬▬ ▬▬▬ ▬ ▬▬ ▬▬ ▬▬▬▬ ▬▬▬ ▬ ▬▬ ▬▬ ▬▬▬▬ ▬▬▬ ▬ ▬▬ ▬▬ ▬▬▬▬ ▬▬▬ ▬ ▬▬ ▬▬ ▬▬▬▬ ▬▬▬ ▬ ▬▬ ▬▬ ▬▬▬▬ ▬▬▬ ▬ ▬▬ ▬▬: [191, 628, 361, 886]
ad-volunteer-fancy-fair: VOLUNTEER FANCY FAIR To be held in THE DRILL SHED, ON WEDNESDAY and THURSDAY, APRIL 20th and 21st, 1881. COMMITTEE: Lieut.-Colonel Packe and Officers. LADIES' COMMITTEE: Fancy Stall Mrs Francis Books and Pictures Mrs Bamer Fancy Mrs Bamer Fancy Mrs Bedwell Toys and Dolls Mrs Cooke Fancy Mrs Friis Variety Mrs Palmer Fancy Mrs Wynn Refreshments Mesdames Packe and Aston Poulterer's Stall Col. Packe FOUR BANDS Will relieve each other during the day and evening. ADMISSION—ONE SHILLING. 8076 H. V. ANSON, Hon. Sec.: [925, 818, 1104, 1008]
literature-story-body: ▬▬▬▬ ▬▬▬ ▬ ▬▬ ▬▬ ▬▬▬▬ ▬▬▬ ▬ ▬▬ ▬▬ ▬▬▬▬ ▬▬▬ ▬ ▬▬ ▬▬ ▬▬▬▬ ▬▬▬ ▬ ▬▬ ▬▬ ▬▬▬▬ ▬▬▬ ▬ ▬▬ ▬▬ ▬▬▬▬ ▬▬▬ ▬ ▬▬ ▬▬ ▬▬▬▬ ▬▬▬ ▬ ▬▬ ▬▬ ▬▬▬▬ ▬▬▬ ▬ ▬▬ ▬▬ ▬▬▬▬ ▬▬▬ ▬ ▬▬ ▬▬ ▬▬▬▬ ▬▬▬ ▬ ▬▬ ▬▬ ▬▬▬▬ ▬▬▬ ▬ ▬▬ ▬▬ ▬▬▬▬ ▬▬▬ ▬ ▬▬ ▬▬ ▬▬▬▬ ▬▬▬ ▬ ▬▬ ▬▬ ▬▬▬▬ ▬▬▬ ▬ ▬▬ ▬▬ ▬▬▬▬ ▬▬▬ ▬ ▬▬ ▬▬ ▬▬▬▬ ▬▬▬ ▬ ▬▬ ▬▬ ▬▬▬▬ ▬▬▬ ▬ ▬▬ ▬▬ ▬▬▬▬ ▬▬▬ ▬ ▬▬ ▬▬ ▬▬▬▬ ▬▬▬ ▬ ▬▬ ▬▬ ▬▬▬▬ ▬▬▬ ▬ ▬▬ ▬▬ ▬▬▬▬ ▬▬▬ ▬ ▬▬ ▬▬ ▬▬▬▬ ▬▬▬ ▬ ▬▬ ▬▬ ▬▬▬▬ ▬▬▬ ▬ ▬▬ ▬▬ ▬▬▬▬ ▬▬▬ ▬ ▬▬ ▬▬ ▬▬▬▬ ▬▬▬ ▬ ▬▬ ▬▬ ▬▬▬▬ ▬▬▬ ▬ ▬▬ ▬▬ ▬▬▬▬ ▬▬▬ ▬ ▬▬ ▬▬ ▬▬▬▬ ▬▬▬ ▬ ▬▬ ▬▬ ▬▬▬▬ ▬▬▬ ▬ ▬▬ ▬▬ ▬▬▬▬ ▬▬▬ ▬ ▬▬ ▬▬ ▬▬▬▬ ▬▬▬ ▬ ▬▬ ▬▬ ▬▬▬▬ ▬▬▬ ▬ ▬▬ ▬▬ ▬▬▬▬ ▬▬▬ ▬ ▬▬ ▬▬ ▬▬▬▬ ▬▬▬ ▬ ▬▬ ▬▬ ▬▬▬▬ ▬▬▬ ▬ ▬▬ ▬▬ ▬▬▬▬ ▬▬▬ ▬ ▬▬ ▬▬ ▬▬▬▬ ▬▬▬ ▬ ▬▬ ▬▬ ▬▬▬▬ ▬▬▬ ▬ ▬▬ ▬▬ ▬▬▬▬ ▬▬▬ ▬ ▬▬ ▬▬ ▬▬▬▬ ▬▬▬ ▬ ▬▬ ▬▬ ▬▬▬▬ ▬▬▬ ▬ ▬▬ ▬▬ ▬▬▬▬ ▬▬▬ ▬ ▬▬ ▬▬ ▬▬▬▬ ▬▬▬ ▬ ▬▬ ▬▬ ▬▬▬▬ ▬▬▬ ▬ ▬▬ ▬▬ ▬▬▬▬ ▬▬▬ ▬ ▬▬ ▬▬ ▬▬▬▬ ▬▬▬ ▬ ▬▬ ▬▬ ▬▬▬▬ ▬▬▬ ▬ ▬▬ ▬▬ ▬▬▬▬ ▬▬▬ ▬ ▬▬ ▬▬ ▬▬▬▬ ▬▬▬ ▬ ▬▬ ▬▬ ▬▬▬▬ ▬▬▬ ▬ ▬▬ ▬▬ ▬▬▬▬ ▬▬▬ ▬ ▬▬ ▬▬ ▬▬▬▬ ▬▬▬ ▬ ▬▬ ▬▬ ▬▬▬▬ ▬▬▬ ▬ ▬▬ ▬▬ ▬▬▬▬ ▬▬▬ ▬ ▬▬ ▬▬ ▬▬▬▬ ▬▬▬ ▬ ▬▬ ▬▬ ▬▬▬▬ ▬▬▬ ▬ ▬▬ ▬▬ ▬▬▬▬ ▬▬▬ ▬ ▬▬ ▬▬ ▬▬▬▬ ▬▬▬ ▬ ▬▬ ▬▬ ▬▬▬▬ ▬▬▬ ▬ ▬▬ ▬▬ ▬▬▬▬ ▬▬▬ ▬ ▬▬ ▬▬ ▬▬▬▬ ▬▬▬ ▬ ▬▬ ▬▬ ▬▬▬▬ ▬▬▬ ▬ ▬▬ ▬▬ ▬▬▬▬ ▬▬▬ ▬ ▬▬ ▬▬ ▬▬▬▬ ▬▬▬ ▬ ▬▬ ▬▬ ▬▬▬▬ ▬▬▬ ▬ ▬▬ ▬▬ ▬▬▬▬ ▬▬▬ ▬ ▬▬ ▬▬ ▬▬▬▬ ▬▬▬ ▬ ▬▬ ▬▬ ▬▬▬▬ ▬▬▬ ▬ ▬▬ ▬▬ ▬▬▬▬ ▬▬▬ ▬ ▬▬ ▬▬ ▬▬▬▬ ▬▬▬ ▬ ▬▬ ▬▬ ▬▬▬▬ ▬▬▬ ▬ ▬▬ ▬▬ ▬▬▬▬ ▬▬▬ ▬ ▬▬ ▬▬ ▬▬▬▬ ▬▬▬ ▬ ▬▬ ▬▬ ▬▬▬▬ ▬▬▬ ▬ ▬▬ ▬▬ ▬▬▬▬ ▬▬▬ ▬ ▬▬ ▬▬ ▬▬▬▬ ▬▬▬ ▬ ▬▬ ▬▬ ▬▬▬▬ ▬▬▬ ▬ ▬▬ ▬▬ ▬▬▬▬ ▬▬▬ ▬ ▬▬ ▬▬ ▬▬▬▬ ▬▬▬ ▬ ▬▬ ▬▬ ▬▬▬▬ ▬▬▬ ▬ ▬▬ ▬▬ ▬▬▬▬ ▬▬▬ ▬ ▬▬ ▬▬ ▬▬▬▬ ▬▬▬ ▬ ▬▬ ▬▬ ▬▬▬▬ ▬▬▬ ▬ ▬▬ ▬▬ ▬▬▬▬ ▬▬▬ ▬ ▬▬ ▬▬ ▬▬▬▬ ▬▬▬ ▬ ▬▬ ▬▬ ▬▬▬▬ ▬▬▬ ▬ ▬▬ ▬▬ ▬▬▬▬ ▬▬▬ ▬ ▬▬ ▬▬ ▬▬▬▬ ▬▬▬ ▬ ▬▬ ▬▬ ▬▬▬▬ ▬▬▬ ▬ ▬▬ ▬▬ ▬▬▬▬ ▬▬▬ ▬ ▬▬ ▬▬ ▬▬▬▬ ▬▬▬ ▬ ▬▬ ▬▬ ▬▬▬▬ ▬▬▬ ▬ ▬▬ ▬▬ ▬▬▬▬ ▬▬▬ ▬ ▬▬ ▬▬ ▬▬▬▬ ▬▬▬ ▬ ▬▬ ▬▬ ▬▬▬▬ ▬▬▬ ▬ ▬▬ ▬▬ ▬▬▬▬ ▬▬▬ ▬ ▬▬ ▬▬ ▬▬▬▬ ▬▬▬ ▬ ▬▬ ▬▬ ▬▬▬▬ ▬▬▬ ▬ ▬▬ ▬▬ ▬▬▬▬ ▬▬▬ ▬ ▬▬ ▬▬ ▬▬▬▬ ▬▬▬ ▬ ▬▬ ▬▬ ▬▬▬▬ ▬▬▬ ▬ ▬▬ ▬▬ ▬▬▬▬ ▬▬▬ ▬ ▬▬ ▬▬ ▬▬▬▬ ▬▬▬ ▬ ▬▬ ▬▬ ▬▬▬▬ ▬▬▬ ▬ ▬▬ ▬▬ ▬▬▬▬ ▬▬▬ ▬ ▬▬ ▬▬ ▬▬▬▬ ▬▬▬ ▬ ▬▬ ▬▬ ▬▬▬▬ ▬▬▬ ▬ ▬▬ ▬▬ ▬▬▬▬ ▬▬▬ ▬ ▬▬ ▬▬ ▬▬▬▬ ▬▬▬ ▬ ▬▬ ▬▬ ▬▬▬▬ ▬▬▬ ▬ ▬▬ ▬▬ ▬▬▬▬ ▬▬▬ ▬ ▬▬ ▬▬ ▬▬▬▬ ▬▬▬ ▬ ▬▬ ▬▬ ▬▬▬▬ ▬▬▬ ▬ ▬▬ ▬▬ ▬▬▬▬ ▬▬▬ ▬ ▬▬ ▬▬ ▬▬▬▬ ▬▬▬ ▬ ▬▬ ▬▬ ▬▬▬▬ ▬▬▬ ▬ ▬▬ ▬▬ ▬▬▬▬ ▬▬▬ ▬ ▬▬ ▬▬ ▬▬▬▬ ▬▬▬ ▬ ▬▬ ▬▬ ▬▬▬▬ ▬▬▬ ▬ ▬▬ ▬▬ ▬▬▬▬ ▬▬▬ ▬ ▬▬ ▬▬ ▬▬▬▬ ▬▬▬ ▬ ▬▬ ▬▬ ▬▬▬▬ ▬▬▬ ▬ ▬▬ ▬▬ ▬▬▬▬ ▬▬▬ ▬ ▬▬ ▬▬ ▬▬▬▬ ▬▬▬ ▬ ▬▬ ▬▬ ▬▬▬▬ ▬▬▬ ▬ ▬▬ ▬▬ ▬▬▬▬ ▬▬▬ ▬ ▬▬ ▬▬ ▬▬▬▬ ▬▬▬ ▬ ▬▬ ▬▬ ▬▬▬▬ ▬▬▬ ▬ ▬▬ ▬▬ ▬▬▬▬ ▬▬▬ ▬ ▬▬ ▬▬ ▬▬▬▬ ▬▬▬ ▬ ▬▬ ▬▬ ▬▬▬▬ ▬▬▬ ▬ ▬▬ ▬▬ ▬▬▬▬ ▬▬▬ ▬ ▬▬ ▬▬ ▬▬▬▬ ▬▬▬ ▬ ▬▬ ▬▬ ▬▬▬▬ ▬▬▬ ▬ ▬▬ ▬▬ ▬▬▬▬ ▬▬▬ ▬ ▬▬ ▬▬ ▬▬▬▬ ▬▬▬ ▬ ▬▬ ▬▬ ▬▬▬▬ ▬▬▬ ▬ ▬▬ ▬▬ ▬▬▬▬ ▬▬▬ ▬ ▬▬ ▬▬ ▬▬▬▬ ▬▬▬ ▬ ▬▬ ▬▬ ▬▬▬▬ ▬▬▬ ▬ ▬▬ ▬▬ ▬▬▬▬ ▬▬▬ ▬ ▬▬ ▬▬ ▬▬▬▬ ▬▬▬ ▬ ▬▬ ▬▬ ▬▬▬▬ ▬▬▬ ▬ ▬▬ ▬▬ ▬▬▬▬ ▬▬▬ ▬ ▬▬ ▬▬ ▬▬▬▬ ▬▬▬ ▬ ▬▬ ▬▬ ▬▬▬▬ ▬▬▬ ▬ ▬▬ ▬▬ ▬▬▬▬ ▬▬▬ ▬ ▬▬ ▬▬ ▬▬▬▬ ▬▬▬ ▬ ▬▬ ▬▬ ▬▬▬▬ ▬▬▬ ▬ ▬▬ ▬▬ ▬▬▬▬ ▬▬▬ ▬ ▬▬ ▬▬ ▬▬▬▬ ▬▬▬ ▬ ▬▬ ▬▬ ▬▬▬▬ ▬▬▬ ▬ ▬▬ ▬▬ ▬▬▬▬ ▬▬▬ ▬ ▬▬ ▬▬ ▬▬▬▬ ▬▬▬ ▬ ▬▬ ▬▬ ▬▬▬▬ ▬▬▬ ▬ ▬▬ ▬▬ ▬▬▬▬ ▬▬▬ ▬ ▬▬ ▬▬ ▬▬▬▬ ▬▬▬ ▬ ▬▬ ▬▬ ▬▬▬▬ ▬▬▬ ▬ ▬▬ ▬▬ ▬▬▬▬ ▬▬▬ ▬ ▬▬ ▬▬ ▬▬▬▬ ▬▬▬ ▬ ▬▬ ▬▬ ▬▬▬▬ ▬▬▬ ▬ ▬▬ ▬▬ ▬▬▬▬ ▬▬▬ ▬ ▬▬ ▬▬ ▬▬▬▬ ▬▬▬ ▬ ▬▬ ▬▬ ▬▬▬▬ ▬▬▬ ▬ ▬▬ ▬▬ ▬▬▬▬ ▬▬▬ ▬ ▬▬ ▬▬ ▬▬▬▬ ▬▬▬ ▬ ▬▬ ▬▬ ▬▬▬▬ ▬▬▬ ▬ ▬▬ ▬▬ ▬▬▬▬ ▬▬▬ ▬ ▬▬ ▬▬ ▬▬▬▬ ▬▬▬ ▬ ▬▬ ▬▬ ▬▬▬▬ ▬▬▬ ▬ ▬▬ ▬▬ ▬▬▬▬ ▬▬▬ ▬ ▬▬ ▬▬ ▬▬▬▬ ▬▬▬ ▬ ▬▬ ▬▬ ▬▬▬▬ ▬▬▬ ▬ ▬▬ ▬▬ ▬▬▬▬ ▬▬▬ ▬ ▬▬ ▬▬ ▬▬▬▬ ▬▬▬ ▬ ▬▬ ▬▬ ▬▬▬▬ ▬▬▬ ▬ ▬▬ ▬▬ ▬▬▬▬ ▬▬▬ ▬ ▬▬ ▬▬ ▬▬▬▬ ▬▬▬ ▬ ▬▬ ▬▬ ▬▬▬▬ ▬▬▬ ▬ ▬▬ ▬▬ ▬▬▬▬ ▬▬▬ ▬ ▬▬ ▬▬ ▬▬▬▬ ▬▬▬ ▬ ▬▬ ▬▬ ▬▬▬▬ ▬▬▬ ▬ ▬▬ ▬▬ ▬▬▬▬ ▬▬▬ ▬ ▬▬ ▬▬ ▬▬▬▬ ▬▬▬ ▬ ▬▬ ▬▬ ▬▬▬▬ ▬▬▬ ▬ ▬▬ ▬▬ ▬▬▬▬ ▬▬▬ ▬ ▬▬ ▬▬ ▬▬▬▬ ▬▬▬ ▬ ▬▬ ▬▬ ▬▬▬▬ ▬▬▬ ▬ ▬▬ ▬▬ ▬▬▬▬ ▬▬▬ ▬ ▬▬ ▬▬ ▬▬▬▬ ▬▬▬ ▬ ▬▬ ▬▬ ▬▬▬▬ ▬▬▬ ▬ ▬▬ ▬▬ ▬▬▬▬ ▬▬▬ ▬ ▬▬ ▬▬ ▬▬▬▬ ▬▬▬ ▬ ▬▬ ▬▬ ▬▬▬▬ ▬▬▬ ▬ ▬▬ ▬▬ ▬▬▬▬ ▬▬▬ ▬ ▬▬ ▬▬ ▬▬▬▬ ▬▬▬ ▬ ▬▬ ▬▬ ▬▬▬▬ ▬▬▬ ▬ ▬▬ ▬▬ ▬▬▬▬ ▬▬▬ ▬ ▬▬ ▬▬ ▬▬▬▬ ▬▬▬ ▬ ▬▬ ▬▬ ▬▬▬▬ ▬▬▬ ▬ ▬▬ ▬▬ ▬▬▬▬ ▬▬▬ ▬ ▬▬ ▬▬ ▬▬▬▬ ▬▬▬ ▬ ▬▬ ▬▬ ▬▬▬▬ ▬▬▬ ▬ ▬▬ ▬▬ ▬▬▬▬ ▬▬▬ ▬ ▬▬ ▬▬ ▬▬▬▬ ▬▬▬ ▬ ▬▬ ▬▬ ▬▬▬▬ ▬▬▬ ▬ ▬▬ ▬▬ ▬▬▬▬ ▬▬▬ ▬ ▬▬ ▬▬ ▬▬▬▬ ▬▬▬ ▬ ▬▬ ▬▬ ▬▬▬▬ ▬▬▬ ▬ ▬▬ ▬▬ ▬▬▬▬ ▬▬▬ ▬ ▬▬ ▬▬ ▬▬▬▬ ▬▬▬ ▬ ▬▬ ▬▬ ▬▬▬▬ ▬▬▬ ▬ ▬▬ ▬▬ ▬▬▬▬ ▬▬▬ ▬ ▬▬ ▬▬ ▬▬▬▬ ▬▬▬ ▬ ▬▬ ▬▬ ▬▬▬▬ ▬▬▬ ▬ ▬▬ ▬▬ ▬▬▬▬ ▬▬▬ ▬ ▬▬ ▬▬ ▬▬▬▬ ▬▬▬ ▬ ▬▬ ▬▬ ▬▬▬▬ ▬▬▬ ▬ ▬▬ ▬▬ ▬▬▬▬ ▬▬▬ ▬ ▬▬ ▬▬ ▬▬▬▬ ▬▬▬ ▬ ▬▬ ▬▬ ▬▬▬▬ ▬▬▬ ▬ ▬▬ ▬▬ ▬▬▬▬ ▬▬▬ ▬ ▬▬ ▬▬ ▬▬▬▬ ▬▬▬ ▬ ▬▬ ▬▬ ▬▬▬▬ ▬▬▬ ▬ ▬▬ ▬▬ ▬▬▬▬ ▬▬▬ ▬ ▬▬ ▬▬ ▬▬▬▬ ▬▬▬ ▬ ▬▬ ▬▬ ▬▬▬▬ ▬▬▬ ▬ ▬▬ ▬▬ ▬▬▬▬ ▬▬▬ ▬ ▬▬ ▬▬ ▬▬▬▬ ▬▬▬ ▬ ▬▬ ▬▬ ▬▬▬▬ ▬▬▬ ▬ ▬▬ ▬▬ ▬▬▬▬ ▬▬▬ ▬ ▬▬ ▬▬ ▬▬▬▬ ▬▬▬ ▬ ▬▬ ▬▬ ▬▬▬▬ ▬▬▬ ▬ ▬▬ ▬▬ ▬▬▬▬ ▬▬▬ ▬ ▬▬ ▬▬ ▬▬▬▬ ▬▬▬ ▬ ▬▬ ▬▬ ▬▬▬▬ ▬▬▬ ▬ ▬▬ ▬▬ ▬▬▬▬ ▬▬▬ ▬ ▬▬ ▬▬ ▬▬▬▬ ▬▬▬ ▬ ▬▬ ▬▬ ▬▬▬▬ ▬▬▬ ▬ ▬▬ ▬▬ ▬▬▬▬ ▬▬▬ ▬ ▬▬ ▬▬ ▬▬▬▬ ▬▬▬ ▬ ▬▬ ▬▬ ▬▬▬▬ ▬▬▬ ▬ ▬▬ ▬▬ ▬▬▬▬ ▬▬▬ ▬ ▬▬ ▬▬ ▬▬▬▬ ▬▬▬ ▬ ▬▬ ▬▬ ▬▬▬▬ ▬▬▬ ▬ ▬▬ ▬▬ ▬▬▬▬ ▬▬▬ ▬ ▬▬ ▬▬ ▬▬▬▬ ▬▬▬ ▬ ▬▬ ▬▬ ▬▬▬▬ ▬▬▬ ▬ ▬▬ ▬▬ ▬▬▬▬ ▬▬▬ ▬ ▬▬ ▬▬ ▬▬▬▬ ▬▬▬ ▬ ▬▬ ▬▬ ▬▬▬▬ ▬▬▬ ▬ ▬▬ ▬▬ ▬▬▬▬ ▬▬▬ ▬ ▬▬ ▬▬ ▬▬▬▬ ▬▬▬ ▬ ▬▬ ▬▬ ▬▬▬▬ ▬▬▬ ▬ ▬▬ ▬▬ ▬▬▬▬ ▬▬▬ ▬ ▬▬ ▬▬ ▬▬▬▬ ▬▬▬ ▬ ▬▬ ▬▬ ▬▬▬▬ ▬▬▬ ▬ ▬▬ ▬▬ ▬▬▬▬ ▬▬▬ ▬ ▬▬ ▬▬ ▬▬▬▬ ▬▬▬ ▬ ▬▬ ▬▬ ▬▬▬▬ ▬▬▬ ▬ ▬▬ ▬▬ ▬▬▬▬ ▬▬▬ ▬ ▬▬ ▬▬ ▬▬▬▬ ▬▬▬ ▬ ▬▬ ▬▬ ▬▬▬▬ ▬▬▬ ▬ ▬▬ ▬▬ ▬▬▬▬ ▬▬▬ ▬ ▬▬ ▬▬ ▬▬▬▬ ▬▬▬ ▬ ▬▬ ▬▬ ▬▬▬▬ ▬▬▬ ▬ ▬▬ ▬▬ ▬▬▬▬ ▬▬▬ ▬ ▬▬ ▬▬ ▬▬▬▬ ▬▬▬ ▬ ▬▬ ▬▬ ▬▬▬▬ ▬▬▬ ▬ ▬▬ ▬▬ ▬▬▬▬ ▬▬▬ ▬ ▬▬ ▬▬ ▬▬▬▬ ▬▬▬ ▬ ▬▬ ▬▬ ▬▬▬▬ ▬▬▬ ▬ ▬▬ ▬▬ ▬▬▬▬ ▬▬▬ ▬ ▬▬ ▬▬ ▬▬▬▬ ▬▬▬ ▬ ▬▬ ▬▬ ▬▬▬▬ ▬▬▬ ▬ ▬▬ ▬▬ ▬▬▬▬ ▬▬▬ ▬ ▬▬ ▬▬ ▬▬▬▬ ▬▬▬ ▬ ▬▬ ▬▬ ▬▬▬▬ ▬▬▬ ▬ ▬▬ ▬▬ ▬▬▬▬ ▬▬▬ ▬ ▬▬ ▬▬ ▬▬▬▬ ▬▬▬ ▬ ▬▬ ▬▬ ▬▬▬▬ ▬▬▬ ▬ ▬▬ ▬▬ ▬▬▬▬ ▬▬▬ ▬ ▬▬ ▬▬ ▬▬▬▬ ▬▬▬ ▬ ▬▬ ▬▬ ▬▬▬▬ ▬▬▬ ▬ ▬▬ ▬▬ ▬▬▬▬ ▬▬▬ ▬ ▬▬ ▬▬ ▬▬▬▬ ▬▬▬ ▬ ▬▬ ▬▬ ▬▬▬▬ ▬▬▬ ▬ ▬▬ ▬▬ ▬▬▬▬ ▬▬▬ ▬ ▬▬ ▬▬ ▬▬▬▬ ▬▬▬ ▬ ▬▬ ▬▬ ▬▬▬▬ ▬▬▬ ▬ ▬▬ ▬▬ ▬▬▬▬ ▬▬▬ ▬ ▬▬ ▬▬ ▬▬▬▬ ▬▬▬ ▬ ▬▬ ▬▬ ▬▬▬▬ ▬▬▬ ▬ ▬▬ ▬▬ ▬▬▬▬ ▬▬▬ ▬ ▬▬ ▬▬ ▬▬▬▬ ▬▬▬ ▬ ▬▬ ▬▬ ▬▬▬▬ ▬▬▬ ▬ ▬▬ ▬▬ ▬▬▬▬ ▬▬▬ ▬ ▬▬ ▬▬ ▬▬▬▬ ▬▬▬ ▬ ▬▬ ▬▬ ▬▬▬▬ ▬▬▬ ▬ ▬▬ ▬▬ ▬▬▬▬ ▬▬▬ ▬ ▬▬ ▬▬ ▬▬▬▬ ▬▬▬ ▬ ▬▬ ▬▬ ▬▬▬▬ ▬▬▬ ▬ ▬▬ ▬▬ ▬▬▬▬ ▬▬▬ ▬ ▬▬ ▬▬ ▬▬▬▬ ▬▬▬ ▬ ▬▬ ▬▬ ▬▬▬▬ ▬▬▬ ▬ ▬▬ ▬▬ ▬▬▬▬ ▬▬▬ ▬ ▬▬ ▬▬ ▬▬▬▬ ▬▬▬ ▬ ▬▬ ▬▬ ▬▬▬▬ ▬▬▬ ▬ ▬▬ ▬▬ ▬▬▬▬ ▬▬▬ ▬ ▬▬ ▬▬ ▬▬▬▬ ▬▬▬ ▬ ▬▬ ▬▬ ▬▬▬▬ ▬▬▬ ▬ ▬▬ ▬▬ ▬▬▬▬ ▬▬▬ ▬ ▬▬ ▬▬ ▬▬▬▬ ▬▬▬ ▬ ▬▬ ▬▬ ▬▬▬▬ ▬▬▬ ▬ ▬▬ ▬▬ ▬▬▬▬ ▬▬▬ ▬ ▬▬ ▬▬ ▬▬▬▬ ▬▬▬ ▬ ▬▬ ▬▬ ▬▬▬▬ ▬▬▬ ▬ ▬▬ ▬▬ ▬▬▬▬ ▬▬▬ ▬ ▬▬ ▬▬ ▬▬▬▬ ▬▬▬ ▬ ▬▬ ▬▬ ▬▬▬▬ ▬▬▬ ▬ ▬▬ ▬▬ ▬▬▬▬ ▬▬▬ ▬ ▬▬ ▬▬ ▬▬▬▬ ▬▬▬ ▬ ▬▬ ▬▬ ▬▬▬▬ ▬▬▬ ▬ ▬▬ ▬▬ ▬▬▬▬ ▬▬▬ ▬ ▬▬ ▬▬ ▬▬▬▬ ▬▬▬ ▬ ▬▬ ▬▬ ▬▬▬▬ ▬▬▬ ▬ ▬▬ ▬▬ ▬▬▬▬ ▬▬▬ ▬ ▬▬ ▬▬ ▬▬▬▬ ▬▬▬ ▬ ▬▬ ▬▬ ▬▬▬▬ ▬▬▬ ▬ ▬▬ ▬▬ ▬▬▬▬ ▬▬▬ ▬ ▬▬ ▬▬ ▬▬▬▬ ▬▬▬ ▬ ▬▬ ▬▬ ▬▬▬▬ ▬▬▬ ▬ ▬▬ ▬▬ ▬▬▬▬ ▬▬▬ ▬ ▬▬ ▬▬ ▬▬▬▬ ▬▬▬ ▬ ▬▬ ▬▬ ▬▬▬▬ ▬▬▬ ▬ ▬▬ ▬▬ ▬▬▬▬ ▬▬▬ ▬ ▬▬ ▬▬ ▬▬▬▬ ▬▬▬ ▬ ▬▬ ▬▬ ▬▬▬▬ ▬▬▬ ▬ ▬▬ ▬▬ ▬▬▬▬ ▬▬▬ ▬ ▬▬ ▬▬ ▬▬▬▬ ▬▬▬ ▬ ▬▬ ▬▬ ▬▬▬▬ ▬▬▬ ▬ ▬▬ ▬▬ ▬▬▬▬ ▬▬▬ ▬ ▬▬ ▬▬ ▬▬▬▬ ▬▬▬ ▬ ▬▬ ▬▬ ▬▬▬▬ ▬▬▬ ▬ ▬▬ ▬▬ ▬▬▬▬ ▬▬▬ ▬ ▬▬ ▬▬ ▬▬▬▬ ▬▬▬ ▬ ▬▬ ▬▬ ▬▬▬▬ ▬▬▬ ▬ ▬▬ ▬▬ ▬▬▬▬ ▬▬▬ ▬ ▬▬ ▬▬ ▬▬▬▬ ▬▬▬ ▬ ▬▬ ▬▬ ▬▬▬▬ ▬▬▬ ▬ ▬▬ ▬▬ ▬▬▬▬ ▬▬▬ ▬ ▬▬ ▬▬ ▬▬▬▬ ▬▬▬ ▬ ▬▬ ▬▬ ▬▬▬▬ ▬▬▬ ▬ ▬▬ ▬▬ ▬▬▬▬ ▬▬▬ ▬ ▬▬ ▬▬ ▬▬▬▬ ▬▬▬ ▬ ▬▬ ▬▬ ▬▬▬▬ ▬▬▬ ▬ ▬▬ ▬▬ ▬▬▬▬ ▬▬▬ ▬ ▬▬ ▬▬ ▬▬▬▬ ▬▬▬ ▬ ▬▬ ▬▬ ▬▬▬▬ ▬▬▬ ▬ ▬▬ ▬▬ ▬▬▬▬ ▬▬▬ ▬ ▬▬ ▬▬ ▬▬▬▬ ▬▬▬ ▬ ▬▬ ▬▬ ▬▬▬▬ ▬▬▬ ▬ ▬▬ ▬▬ ▬▬▬▬ ▬▬▬ ▬ ▬▬ ▬▬ ▬▬▬▬ ▬▬▬ ▬ ▬▬ ▬▬ ▬▬▬▬ ▬▬▬ ▬ ▬▬ ▬▬ ▬▬▬▬ ▬▬▬ ▬ ▬▬ ▬▬ ▬▬▬▬ ▬▬▬ ▬ ▬▬ ▬▬ ▬▬▬▬ ▬▬▬ ▬ ▬▬ ▬▬ ▬▬▬▬ ▬▬▬ ▬ ▬▬ ▬▬ ▬▬▬▬ ▬▬▬ ▬ ▬▬ ▬▬ ▬▬▬▬ ▬▬▬ ▬ ▬▬ ▬▬ ▬▬▬▬ ▬▬▬ ▬ ▬▬ ▬▬ ▬▬▬▬ ▬▬▬ ▬ ▬▬ ▬▬ ▬▬▬▬ ▬▬▬ ▬ ▬▬ ▬▬ ▬▬▬▬ ▬▬▬ ▬ ▬▬ ▬▬ ▬▬▬▬ ▬▬▬ ▬ ▬▬ ▬▬ ▬▬▬▬ ▬▬▬ ▬ ▬▬ ▬▬ ▬▬▬▬ ▬▬▬ ▬ ▬▬ ▬▬ ▬▬▬▬ ▬▬▬ ▬ ▬▬ ▬▬ ▬▬▬▬ ▬▬▬ ▬ ▬▬ ▬▬ ▬▬▬▬ ▬▬▬ ▬ ▬▬ ▬▬ ▬▬▬▬ ▬▬▬ ▬ ▬▬ ▬▬ ▬▬▬▬ ▬▬▬ ▬ ▬▬ ▬▬ ▬▬▬▬ ▬▬▬ ▬ ▬▬ ▬▬ ▬▬▬▬ ▬▬▬ ▬ ▬▬ ▬▬ ▬▬▬▬ ▬▬▬ ▬ ▬▬ ▬▬ ▬▬▬▬ ▬▬▬ ▬ ▬▬ ▬▬ ▬▬▬▬ ▬▬▬ ▬ ▬▬ ▬▬ ▬▬▬▬ ▬▬▬ ▬ ▬▬ ▬▬ ▬▬▬▬ ▬▬▬ ▬ ▬▬ ▬▬ ▬▬▬▬ ▬▬▬ ▬ ▬▬ ▬▬ ▬▬▬▬ ▬▬▬ ▬ ▬▬ ▬▬ ▬▬▬▬ ▬▬▬ ▬ ▬▬ ▬▬ ▬▬▬▬ ▬▬▬ ▬ ▬▬ ▬▬ ▬▬▬▬ ▬▬▬ ▬ ▬▬ ▬▬ ▬▬▬▬ ▬▬▬ ▬ ▬▬ ▬▬ ▬▬▬▬ ▬▬▬ ▬ ▬▬ ▬▬ ▬▬▬▬ ▬▬▬ ▬ ▬▬ ▬▬ ▬▬▬▬ ▬▬▬ ▬ ▬▬ ▬▬ ▬▬▬▬ ▬▬▬ ▬ ▬▬ ▬▬ ▬▬▬▬ ▬▬▬ ▬ ▬▬ ▬▬ ▬▬▬▬ ▬▬▬ ▬ ▬▬ ▬▬ ▬▬▬▬ ▬▬▬ ▬ ▬▬ ▬▬ ▬▬▬▬ ▬▬▬ ▬ ▬▬ ▬▬ ▬▬▬▬ ▬▬▬ ▬ ▬▬ ▬▬ ▬▬▬▬ ▬▬▬ ▬ ▬▬ ▬▬ ▬▬▬▬ ▬▬▬ ▬ ▬▬ ▬▬ ▬▬▬▬ ▬▬▬ ▬ ▬▬ ▬▬ ▬▬▬▬ ▬▬▬ ▬ ▬▬ ▬▬ ▬▬▬▬ ▬▬▬ ▬ ▬▬ ▬▬ ▬▬▬▬ ▬▬▬ ▬ ▬▬ ▬▬ ▬▬▬▬ ▬▬▬ ▬ ▬▬ ▬▬ ▬▬▬▬ ▬▬▬ ▬ ▬▬ ▬▬ ▬▬▬▬ ▬▬▬ ▬ ▬▬ ▬▬ ▬▬▬▬ ▬▬▬ ▬ ▬▬ ▬▬ ▬▬▬▬ ▬▬▬ ▬ ▬▬ ▬▬ ▬▬▬▬ ▬▬▬ ▬ ▬▬ ▬▬ ▬▬▬▬ ▬▬▬ ▬ ▬▬ ▬▬ ▬▬▬▬ ▬▬▬ ▬ ▬▬ ▬▬ ▬▬▬▬ ▬▬▬ ▬ ▬▬ ▬▬ ▬▬▬▬ ▬▬▬ ▬ ▬▬ ▬▬ ▬▬▬▬ ▬▬▬ ▬ ▬▬ ▬▬ ▬▬▬▬ ▬▬▬ ▬ ▬▬ ▬▬ ▬▬▬▬ ▬▬▬ ▬ ▬▬ ▬▬ ▬▬▬▬ ▬▬▬ ▬ ▬▬ ▬▬ ▬▬▬▬ ▬▬▬ ▬ ▬▬ ▬▬ ▬▬▬▬ ▬▬▬ ▬ ▬▬ ▬▬ ▬▬▬▬ ▬▬▬ ▬ ▬▬ ▬▬ ▬▬▬▬ ▬▬▬ ▬ ▬▬ ▬▬ ▬▬▬▬ ▬▬▬ ▬ ▬▬ ▬▬ ▬▬▬▬ ▬▬▬ ▬ ▬▬ ▬▬ ▬▬▬▬ ▬▬▬ ▬ ▬▬ ▬▬ ▬▬▬▬ ▬▬▬ ▬ ▬▬ ▬▬ ▬▬▬▬ ▬▬▬ ▬ ▬▬ ▬▬ ▬▬▬▬ ▬▬▬ ▬ ▬▬ ▬▬ ▬▬▬▬ ▬▬▬ ▬ ▬▬ ▬▬ ▬▬▬▬ ▬▬▬ ▬ ▬▬ ▬▬ ▬▬▬▬ ▬▬▬ ▬ ▬▬ ▬▬ ▬▬▬▬ ▬▬▬ ▬ ▬▬ ▬▬ ▬▬▬▬ ▬▬▬ ▬ ▬▬ ▬▬ ▬▬▬▬ ▬▬▬ ▬ ▬▬ ▬▬ ▬▬▬▬ ▬▬▬ ▬ ▬▬ ▬▬ ▬▬▬▬ ▬▬▬ ▬ ▬▬ ▬▬ ▬▬▬▬ ▬▬▬ ▬ ▬▬ ▬▬ ▬▬▬▬ ▬▬▬ ▬ ▬▬ ▬▬ ▬▬▬▬ ▬▬▬ ▬ ▬▬ ▬▬ ▬▬▬▬ ▬▬▬ ▬ ▬▬ ▬▬ ▬▬▬▬ ▬▬▬ ▬ ▬▬ ▬▬ ▬▬▬▬ ▬▬▬ ▬ ▬▬ ▬▬ ▬▬▬▬ ▬▬▬ ▬ ▬▬ ▬▬ ▬▬▬▬ ▬▬▬ ▬ ▬▬ ▬▬ ▬▬▬▬ ▬▬▬ ▬ ▬▬ ▬▬ ▬▬▬▬ ▬▬▬ ▬ ▬▬ ▬▬ ▬▬▬▬ ▬▬▬ ▬ ▬▬ ▬▬ ▬▬▬▬ ▬▬▬ ▬ ▬▬ ▬▬ ▬▬▬▬ ▬▬▬ ▬ ▬▬ ▬▬ ▬▬▬▬ ▬▬▬ ▬ ▬▬ ▬▬ ▬▬▬▬ ▬▬▬ ▬ ▬▬ ▬▬ ▬▬▬▬ ▬▬▬ ▬ ▬▬ ▬▬ ▬▬▬▬ ▬▬▬ ▬ ▬▬ ▬▬ ▬▬▬▬ ▬▬▬ ▬ ▬▬ ▬▬ ▬▬▬▬ ▬▬▬ ▬ ▬▬ ▬▬ ▬▬▬▬ ▬▬▬ ▬ ▬▬ ▬▬ ▬▬▬▬ ▬▬▬ ▬ ▬▬ ▬▬ ▬▬▬▬ ▬▬▬ ▬ ▬▬ ▬▬ ▬▬▬▬ ▬▬▬ ▬ ▬▬ ▬▬ ▬▬▬▬ ▬▬▬ ▬ ▬▬ ▬▬ ▬▬▬▬ ▬▬▬ ▬ ▬▬ ▬▬ ▬▬▬▬ ▬▬▬ ▬ ▬▬ ▬▬ ▬▬▬▬ ▬▬▬ ▬ ▬▬ ▬▬ ▬▬▬▬ ▬▬▬ ▬ ▬▬ ▬▬ ▬▬▬▬ ▬▬▬ ▬ ▬▬ ▬▬ ▬▬▬▬ ▬▬▬ ▬ ▬▬ ▬▬ ▬▬▬▬ ▬▬▬ ▬ ▬▬ ▬▬ ▬▬▬▬ ▬▬▬ ▬ ▬▬ ▬▬ ▬▬▬▬ ▬▬▬ ▬ ▬▬ ▬▬ ▬▬▬▬ ▬▬▬ ▬ ▬▬ ▬▬ ▬▬▬▬ ▬▬▬ ▬ ▬▬ ▬▬ ▬▬▬▬ ▬▬▬ ▬ ▬▬ ▬▬ ▬▬▬▬ ▬▬▬ ▬ ▬▬ ▬▬ ▬▬▬▬ ▬▬▬ ▬ ▬▬ ▬▬ ▬▬▬▬ ▬▬▬ ▬ ▬▬ ▬▬ ▬▬▬▬ ▬▬▬ ▬ ▬▬ ▬▬ ▬▬▬▬ ▬▬▬ ▬ ▬▬ ▬▬ ▬▬▬▬ ▬▬▬ ▬ ▬▬ ▬▬ ▬▬▬▬ ▬▬▬ ▬ ▬▬ ▬▬ ▬▬▬▬ ▬▬▬ ▬ ▬▬ ▬▬ ▬▬▬▬ ▬▬▬ ▬ ▬▬ ▬▬ ▬▬▬▬ ▬▬▬ ▬ ▬▬ ▬▬ ▬▬▬▬ ▬▬▬ ▬ ▬▬ ▬▬ ▬▬▬▬ ▬▬▬ ▬ ▬▬ ▬▬ ▬▬▬▬ ▬▬▬ ▬ ▬▬ ▬▬ ▬▬▬▬ ▬▬▬ ▬ ▬▬ ▬▬ ▬▬▬▬ ▬▬▬ ▬ ▬▬ ▬▬ ▬▬▬▬ ▬▬▬ ▬ ▬▬ ▬▬ ▬▬▬▬ ▬▬▬ ▬ ▬▬ ▬▬ ▬▬▬▬ ▬▬▬ ▬ ▬▬ ▬▬ ▬▬▬▬ ▬▬▬ ▬ ▬▬ ▬▬ ▬▬▬▬ ▬▬▬ ▬ ▬▬ ▬▬ ▬▬▬▬ ▬▬▬ ▬ ▬▬ ▬▬ ▬▬▬▬ ▬▬▬ ▬ ▬▬ ▬▬ ▬▬▬▬ ▬▬▬ ▬ ▬▬ ▬▬ ▬▬▬▬ ▬▬▬ ▬ ▬▬ ▬▬ ▬▬▬▬ ▬▬▬ ▬ ▬▬ ▬▬ ▬▬▬▬ ▬▬▬ ▬ ▬▬ ▬▬ ▬▬▬▬ ▬▬▬ ▬ ▬▬ ▬▬ ▬▬▬▬ ▬▬▬ ▬ ▬▬ ▬▬ ▬▬▬▬ ▬▬▬ ▬ ▬▬ ▬▬ ▬▬▬▬ ▬▬▬ ▬ ▬▬ ▬▬ ▬▬▬▬ ▬▬▬ ▬ ▬▬ ▬▬ ▬▬▬▬ ▬▬▬ ▬ ▬▬ ▬▬ ▬▬▬▬ ▬▬▬ ▬ ▬▬ ▬▬ ▬▬▬▬ ▬▬▬ ▬ ▬▬ ▬▬ ▬▬▬▬ ▬▬▬ ▬ ▬▬ ▬▬ ▬▬▬▬ ▬▬▬ ▬ ▬▬ ▬▬ ▬▬▬▬ ▬▬▬ ▬ ▬▬ ▬▬ ▬▬▬▬ ▬▬▬ ▬ ▬▬ ▬▬ ▬▬▬▬ ▬▬▬ ▬ ▬▬ ▬▬ ▬▬▬▬ ▬▬▬ ▬ ▬▬ ▬▬ ▬▬▬▬ ▬▬▬ ▬ ▬▬ ▬▬ ▬▬▬▬ ▬▬▬ ▬ ▬▬ ▬▬ ▬▬▬▬ ▬▬▬ ▬ ▬▬ ▬▬ ▬▬▬▬ ▬▬▬ ▬ ▬▬ ▬▬ ▬▬▬▬ ▬▬▬ ▬ ▬▬ ▬▬ ▬▬▬▬ ▬▬▬ ▬ ▬▬ ▬▬ ▬▬▬▬ ▬▬▬ ▬ ▬▬ ▬▬ ▬▬▬▬ ▬▬▬ ▬ ▬▬ ▬▬ ▬▬▬▬ ▬▬▬ ▬ ▬▬ ▬▬ ▬▬▬▬ ▬▬▬ ▬ ▬▬ ▬▬ ▬▬▬▬ ▬▬▬ ▬ ▬▬ ▬▬ ▬▬▬▬ ▬▬▬ ▬ ▬▬ ▬▬ ▬▬▬▬ ▬▬▬ ▬ ▬▬ ▬▬ ▬▬▬▬ ▬▬▬ ▬ ▬▬ ▬▬ ▬▬▬▬ ▬▬▬ ▬ ▬▬ ▬▬ ▬▬▬▬ ▬▬▬ ▬ ▬▬ ▬▬ ▬▬▬▬ ▬▬▬ ▬ ▬▬ ▬▬ ▬▬▬▬ ▬▬▬ ▬ ▬▬ ▬▬ ▬▬▬▬ ▬▬▬ ▬ ▬▬ ▬▬ ▬▬▬▬ ▬▬▬ ▬ ▬▬ ▬▬ ▬▬▬▬ ▬▬▬ ▬ ▬▬ ▬▬ ▬▬▬▬ ▬▬▬ ▬ ▬▬ ▬▬ ▬▬▬▬ ▬▬▬ ▬ ▬▬ ▬▬ ▬▬▬▬ ▬▬▬ ▬ ▬▬ ▬▬ ▬▬▬▬ ▬▬▬ ▬ ▬▬ ▬▬ ▬▬▬▬ ▬▬▬ ▬ ▬▬ ▬▬ ▬▬▬▬ ▬▬▬ ▬ ▬▬ ▬▬ ▬▬▬▬ ▬▬▬ ▬ ▬▬ ▬▬ ▬▬▬▬ ▬▬▬ ▬ ▬▬ ▬▬ ▬▬▬▬ ▬▬▬ ▬ ▬▬ ▬▬ ▬▬▬▬ ▬▬▬ ▬ ▬▬ ▬▬ ▬▬▬▬ ▬▬▬ ▬ ▬▬ ▬▬ ▬▬▬▬ ▬▬▬ ▬ ▬▬ ▬▬ ▬▬▬▬ ▬▬▬ ▬ ▬▬ ▬▬ ▬▬▬▬ ▬▬▬ ▬ ▬▬ ▬▬ ▬▬▬▬ ▬▬▬ ▬ ▬▬ ▬▬ ▬▬▬▬ ▬▬▬ ▬ ▬▬ ▬▬ ▬▬▬▬ ▬▬▬ ▬ ▬▬ ▬▬ ▬▬▬▬ ▬▬▬ ▬ ▬▬ ▬▬ ▬▬▬▬ ▬▬▬ ▬ ▬▬ ▬▬ ▬▬▬▬ ▬▬▬ ▬ ▬▬ ▬▬ ▬▬▬▬ ▬▬▬ ▬ ▬▬ ▬▬ ▬▬▬▬ ▬▬▬ ▬ ▬▬ ▬▬ ▬▬▬▬ ▬▬▬ ▬ ▬▬ ▬▬ ▬▬▬▬ ▬▬▬ ▬ ▬▬ ▬▬ ▬▬▬▬ ▬▬▬ ▬ ▬▬ ▬▬ ▬▬▬▬ ▬▬▬ ▬ ▬▬ ▬▬ ▬▬▬▬ ▬▬▬ ▬ ▬▬ ▬▬ ▬▬▬▬ ▬▬▬ ▬ ▬▬ ▬▬ ▬▬▬▬ ▬▬▬ ▬ ▬▬ ▬▬ ▬▬▬▬ ▬▬▬ ▬ ▬▬ ▬▬ ▬▬▬▬ ▬▬▬ ▬ ▬▬ ▬▬ ▬▬▬▬ ▬▬▬ ▬ ▬▬ ▬▬ ▬▬▬▬ ▬▬▬ ▬ ▬▬ ▬▬ ▬▬▬▬ ▬▬▬ ▬ ▬▬ ▬▬ ▬▬▬▬ ▬▬▬ ▬ ▬▬ ▬▬ ▬▬▬▬ ▬▬▬ ▬ ▬▬ ▬▬ ▬▬▬▬ ▬▬▬ ▬ ▬▬ ▬▬ ▬▬▬▬ ▬▬▬ ▬ ▬▬ ▬▬ ▬▬▬▬ ▬▬▬ ▬ ▬▬ ▬▬ ▬▬▬▬ ▬▬▬ ▬ ▬▬ ▬▬ ▬▬▬▬ ▬▬▬ ▬ ▬▬ ▬▬ ▬▬▬▬ ▬▬▬ ▬ ▬▬ ▬▬ ▬▬▬▬ ▬▬▬ ▬ ▬▬ ▬▬ ▬▬▬▬ ▬▬▬ ▬ ▬▬ ▬▬ ▬▬▬▬ ▬▬▬ ▬ ▬▬ ▬▬ ▬▬▬▬ ▬▬▬ ▬ ▬▬ ▬▬ ▬▬▬▬ ▬▬▬ ▬ ▬▬ ▬▬ ▬▬▬▬ ▬▬▬ ▬ ▬▬ ▬▬ ▬▬▬▬ ▬▬▬ ▬ ▬▬ ▬▬ ▬▬▬▬ ▬▬▬ ▬ ▬▬ ▬▬ ▬▬▬▬ ▬▬▬ ▬ ▬▬ ▬▬ ▬▬▬▬ ▬▬▬ ▬ ▬▬ ▬▬ ▬▬▬▬ ▬▬▬ ▬ ▬▬ ▬▬ ▬▬▬▬ ▬▬▬ ▬ ▬▬ ▬▬ ▬▬▬▬ ▬▬▬ ▬ ▬▬ ▬▬ ▬▬▬▬ ▬▬▬ ▬ ▬▬ ▬▬ ▬▬▬▬ ▬▬▬ ▬ ▬▬ ▬▬ ▬▬▬▬ ▬▬▬ ▬ ▬▬ ▬▬ ▬▬▬▬ ▬▬▬ ▬ ▬▬ ▬▬ ▬▬▬▬ ▬▬▬ ▬ ▬▬ ▬▬ ▬▬▬▬ ▬▬▬ ▬ ▬▬ ▬▬ ▬▬▬▬ ▬▬▬ ▬ ▬▬ ▬▬ ▬▬▬▬ ▬▬▬ ▬ ▬▬ ▬▬ ▬▬▬▬ ▬▬▬ ▬ ▬▬ ▬▬ ▬▬▬▬ ▬▬▬ ▬ ▬▬ ▬▬ ▬▬▬▬ ▬▬▬ ▬ ▬▬ ▬▬ ▬▬▬▬ ▬▬▬ ▬ ▬▬ ▬▬ ▬▬▬▬ ▬▬▬ ▬ ▬▬ ▬▬ ▬▬▬▬ ▬▬▬ ▬ ▬▬ ▬▬ ▬▬▬▬ ▬▬▬ ▬ ▬▬ ▬▬ ▬▬▬▬ ▬▬▬ ▬ ▬▬ ▬▬ ▬▬▬▬ ▬▬▬ ▬ ▬▬ ▬▬ ▬▬▬▬ ▬▬▬ ▬ ▬▬ ▬▬ ▬▬▬▬ ▬▬▬ ▬ ▬▬ ▬▬ ▬▬▬▬ ▬▬▬ ▬ ▬▬ ▬▬ ▬▬▬▬ ▬▬▬ ▬ ▬▬ ▬▬ ▬▬▬▬ ▬▬▬ ▬ ▬▬ ▬▬ ▬▬▬▬ ▬▬▬ ▬ ▬▬ ▬▬ ▬▬▬▬ ▬▬▬ ▬ ▬▬ ▬▬ ▬▬▬▬ ▬▬▬ ▬ ▬▬ ▬▬ ▬▬▬▬ ▬▬▬ ▬ ▬▬ ▬▬ ▬▬▬▬ ▬▬▬ ▬ ▬▬ ▬▬ ▬▬▬▬ ▬▬▬ ▬ ▬▬ ▬▬ ▬▬▬▬ ▬▬▬ ▬ ▬▬ ▬▬ ▬▬▬▬ ▬▬▬ ▬ ▬▬ ▬▬ ▬▬▬▬ ▬▬▬ ▬ ▬▬ ▬▬ ▬▬▬▬ ▬▬▬ ▬ ▬▬ ▬▬ ▬▬▬▬ ▬▬▬ ▬ ▬▬ ▬▬ ▬▬▬▬ ▬▬▬ ▬ ▬▬ ▬▬ ▬▬▬▬ ▬▬▬ ▬ ▬▬ ▬▬ ▬▬▬▬ ▬▬▬ ▬ ▬▬ ▬▬ ▬▬▬▬ ▬▬▬ ▬ ▬▬ ▬▬ ▬▬▬▬ ▬▬▬ ▬ ▬▬ ▬▬ ▬▬▬▬ ▬▬▬ ▬ ▬▬ ▬▬ ▬▬▬▬ ▬▬▬ ▬ ▬▬ ▬▬ ▬▬▬▬ ▬▬▬ ▬ ▬▬ ▬▬ ▬▬▬▬ ▬▬▬ ▬ ▬▬ ▬▬ ▬▬▬▬ ▬▬▬ ▬ ▬▬ ▬▬ ▬▬▬▬ ▬▬▬ ▬ ▬▬ ▬▬ ▬▬▬▬ ▬▬▬ ▬ ▬▬ ▬▬ ▬▬▬▬ ▬▬▬ ▬ ▬▬ ▬▬ ▬▬▬▬ ▬▬▬ ▬ ▬▬ ▬▬ ▬▬▬▬ ▬▬▬ ▬ ▬▬ ▬▬ ▬▬▬▬ ▬▬▬ ▬ ▬▬ ▬▬ ▬▬▬▬ ▬▬▬ ▬ ▬▬ ▬▬ ▬▬▬▬ ▬▬▬ ▬ ▬▬ ▬▬ ▬▬▬▬ ▬▬▬ ▬ ▬▬ ▬▬ ▬▬▬▬ ▬▬▬ ▬ ▬▬ ▬▬ ▬▬▬▬ ▬▬▬ ▬ ▬▬ ▬▬ ▬▬▬▬ ▬▬▬ ▬ ▬▬ ▬▬ ▬▬▬▬ ▬▬▬ ▬ ▬▬ ▬▬ ▬▬▬▬ ▬▬▬ ▬ ▬▬ ▬▬ ▬▬▬▬ ▬▬▬ ▬ ▬▬ ▬▬ ▬▬▬▬ ▬▬▬ ▬ ▬▬ ▬▬ ▬▬▬▬ ▬▬▬ ▬ ▬▬ ▬▬ ▬▬▬▬ ▬▬▬ ▬ ▬▬ ▬▬ ▬▬▬▬ ▬▬▬ ▬ ▬▬ ▬▬ ▬▬▬▬ ▬▬▬ ▬ ▬▬ ▬▬ ▬▬▬▬ ▬▬▬ ▬ ▬▬ ▬▬ ▬▬▬▬ ▬▬▬ ▬ ▬▬ ▬▬ ▬▬▬▬ ▬▬▬ ▬ ▬▬ ▬▬ ▬▬▬▬ ▬▬▬ ▬ ▬▬ ▬▬ ▬▬▬▬ ▬▬▬ ▬ ▬▬ ▬▬ ▬▬▬▬ ▬▬▬ ▬ ▬▬ ▬▬ ▬▬▬▬ ▬▬▬ ▬ ▬▬ ▬▬ ▬▬▬▬ ▬▬▬ ▬ ▬▬ ▬▬ ▬▬▬▬ ▬▬▬ ▬ ▬▬ ▬▬ ▬▬▬▬ ▬▬▬ ▬ ▬▬ ▬▬ ▬▬▬▬ ▬▬▬ ▬ ▬▬ ▬▬ ▬▬▬▬ ▬▬▬ ▬ ▬▬ ▬▬ ▬▬▬▬ ▬▬▬ ▬ ▬▬ ▬▬ ▬▬▬▬ ▬▬▬ ▬ ▬▬ ▬▬ ▬▬▬▬ ▬▬▬ ▬ ▬▬ ▬▬ ▬▬▬▬ ▬▬▬ ▬ ▬▬ ▬▬ ▬▬▬▬ ▬▬▬ ▬ ▬▬ ▬▬ ▬▬▬▬ ▬▬▬ ▬ ▬▬ ▬▬ ▬▬▬▬ ▬▬▬ ▬ ▬▬ ▬▬ ▬▬▬▬ ▬▬▬ ▬ ▬▬ ▬▬ ▬▬▬▬ ▬▬▬ ▬ ▬▬ ▬▬ ▬▬▬▬ ▬▬▬ ▬ ▬▬ ▬▬ ▬▬▬▬ ▬▬▬ ▬ ▬▬ ▬▬ ▬▬▬▬ ▬▬▬ ▬ ▬▬ ▬▬ ▬▬▬▬ ▬▬▬ ▬ ▬▬ ▬▬ ▬▬▬▬ ▬▬▬ ▬ ▬▬ ▬▬ ▬▬▬▬ ▬▬▬ ▬ ▬▬ ▬▬ ▬▬▬▬ ▬▬▬ ▬ ▬▬ ▬▬ ▬▬▬▬ ▬▬▬ ▬ ▬▬ ▬▬ ▬▬▬▬ ▬▬▬ ▬ ▬▬ ▬▬ ▬▬▬▬ ▬▬▬ ▬ ▬▬ ▬▬ ▬▬▬▬ ▬▬▬ ▬ ▬▬ ▬▬ ▬▬▬▬ ▬▬▬ ▬ ▬▬ ▬▬ ▬▬▬▬ ▬▬▬ ▬ ▬▬ ▬▬ ▬▬▬▬ ▬▬▬ ▬ ▬▬ ▬▬ ▬▬▬▬ ▬▬▬ ▬ ▬▬ ▬▬ ▬▬▬▬ ▬▬▬ ▬ ▬▬ ▬▬ ▬▬▬▬ ▬▬▬ ▬ ▬▬ ▬▬ ▬▬▬▬ ▬▬▬ ▬ ▬▬ ▬▬ ▬▬▬▬ ▬▬▬ ▬ ▬▬ ▬▬ ▬▬▬▬ ▬▬▬ ▬ ▬▬ ▬▬ ▬▬▬▬ ▬▬▬ ▬ ▬▬ ▬▬ ▬▬▬▬ ▬▬▬ ▬ ▬▬ ▬▬ ▬▬▬▬ ▬▬▬ ▬ ▬▬ ▬▬ ▬▬▬▬ ▬▬▬ ▬ ▬▬ ▬▬ ▬▬▬▬ ▬▬▬ ▬ ▬▬ ▬▬ ▬▬▬▬ ▬▬▬ ▬ ▬▬ ▬▬ ▬▬▬▬ ▬▬▬ ▬ ▬▬ ▬▬ ▬▬▬▬ ▬▬▬ ▬ ▬▬ ▬▬ ▬▬▬▬ ▬▬▬ ▬ ▬▬ ▬▬ ▬▬▬▬ ▬▬▬ ▬ ▬▬ ▬▬ ▬▬▬▬ ▬▬▬ ▬ ▬▬ ▬▬ ▬▬▬▬ ▬▬▬ ▬ ▬▬ ▬▬ ▬▬▬▬ ▬▬▬ ▬ ▬▬ ▬▬ ▬▬▬▬ ▬▬▬ ▬ ▬▬ ▬▬ ▬▬▬▬ ▬▬▬ ▬ ▬▬ ▬▬ ▬▬▬▬ ▬▬▬ ▬ ▬▬ ▬▬ ▬▬▬▬ ▬▬▬ ▬ ▬▬ ▬▬ ▬▬▬▬ ▬▬▬ ▬ ▬▬ ▬▬ ▬▬▬▬ ▬▬▬ ▬ ▬▬ ▬▬ ▬▬▬▬ ▬▬▬ ▬ ▬▬ ▬▬ ▬▬▬▬ ▬▬▬ ▬ ▬▬ ▬▬ ▬▬▬▬ ▬▬▬ ▬ ▬▬ ▬▬ ▬▬▬▬ ▬▬▬ ▬ ▬▬ ▬▬ ▬▬▬▬ ▬▬▬ ▬ ▬▬ ▬▬ ▬▬▬▬ ▬▬▬ ▬ ▬▬ ▬▬ ▬▬▬▬ ▬▬▬ ▬ ▬▬ ▬▬ ▬▬▬▬ ▬▬▬ ▬ ▬▬ ▬▬ ▬▬▬▬ ▬▬▬ ▬ ▬▬ ▬▬ ▬▬▬▬ ▬▬▬ ▬ ▬▬ ▬▬ ▬▬▬▬ ▬▬▬ ▬ ▬▬ ▬▬ ▬▬▬▬ ▬▬▬ ▬ ▬▬ ▬▬ ▬▬▬▬ ▬▬▬ ▬ ▬▬ ▬▬ ▬▬▬▬ ▬▬▬ ▬ ▬▬ ▬▬ ▬▬▬▬ ▬▬▬ ▬ ▬▬ ▬▬ ▬▬▬▬ ▬▬▬ ▬ ▬▬ ▬▬ ▬▬▬▬ ▬▬▬ ▬ ▬▬ ▬▬ ▬▬▬▬ ▬▬▬ ▬ ▬▬ ▬▬ ▬▬▬▬ ▬▬▬ ▬ ▬▬ ▬▬ ▬▬▬▬ ▬▬▬ ▬ ▬▬ ▬▬ ▬▬▬▬ ▬▬▬ ▬ ▬▬ ▬▬ ▬▬▬▬ ▬▬▬ ▬ ▬▬ ▬▬ ▬▬▬▬ ▬▬▬ ▬ ▬▬ ▬▬ ▬▬▬▬ ▬▬▬ ▬ ▬▬ ▬▬ ▬▬▬▬ ▬▬▬ ▬ ▬▬ ▬▬ ▬▬▬▬ ▬▬▬ ▬ ▬▬ ▬▬ ▬▬▬▬ ▬▬▬ ▬ ▬▬ ▬▬ ▬▬▬▬ ▬▬▬ ▬ ▬▬ ▬▬ ▬▬▬▬ ▬▬▬ ▬ ▬▬ ▬▬ ▬▬▬▬ ▬▬▬ ▬ ▬▬ ▬▬ ▬▬▬▬ ▬▬▬ ▬ ▬▬ ▬▬ ▬▬▬▬ ▬▬▬ ▬ ▬▬ ▬▬ ▬▬▬▬ ▬▬▬ ▬ ▬▬ ▬▬ ▬▬▬▬ ▬▬▬ ▬ ▬▬ ▬▬ ▬▬▬▬ ▬▬▬ ▬ ▬▬ ▬▬ ▬▬▬▬ ▬▬▬ ▬ ▬▬ ▬▬ ▬▬▬▬ ▬▬▬ ▬ ▬▬ ▬▬ ▬▬▬▬ ▬▬▬ ▬ ▬▬ ▬▬: [557, 87, 726, 2085]
ad-mcdonalds-consultation: GREAT AUCKLAND HANDICAP. McDONALD'S CONSULTATION. TICKETS 10s EACH Are going off rapidly. Will CLOSE on the 14th INSTANT. 7469 J. T. McDONALD, Tobacconist, Lyttelton.: [739, 1043, 912, 1124]
masthead: [0, 0, 1114, 34]
literature-story-continued: ▬▬▬▬ ▬▬▬ ▬ ▬▬ ▬▬ ▬▬▬▬ ▬▬▬ ▬ ▬▬ ▬▬ ▬▬▬▬ ▬▬▬ ▬ ▬▬ ▬▬ ▬▬▬▬ ▬▬▬ ▬ ▬▬ ▬▬ ▬▬▬▬ ▬▬▬ ▬ ▬▬ ▬▬ ▬▬▬▬ ▬▬▬ ▬ ▬▬ ▬▬ ▬▬▬▬ ▬▬▬ ▬ ▬▬ ▬▬ ▬▬▬▬ ▬▬▬ ▬ ▬▬ ▬▬ ▬▬▬▬ ▬▬▬ ▬ ▬▬ ▬▬ ▬▬▬▬ ▬▬▬ ▬ ▬▬ ▬▬ ▬▬▬▬ ▬▬▬ ▬ ▬▬ ▬▬ ▬▬▬▬ ▬▬▬ ▬ ▬▬ ▬▬ ▬▬▬▬ ▬▬▬ ▬ ▬▬ ▬▬ ▬▬▬▬ ▬▬▬ ▬ ▬▬ ▬▬ ▬▬▬▬ ▬▬▬ ▬ ▬▬ ▬▬ ▬▬▬▬ ▬▬▬ ▬ ▬▬ ▬▬ ▬▬▬▬ ▬▬▬ ▬ ▬▬ ▬▬ ▬▬▬▬ ▬▬▬ ▬ ▬▬ ▬▬ ▬▬▬▬ ▬▬▬ ▬ ▬▬ ▬▬ ▬▬▬▬ ▬▬▬ ▬ ▬▬ ▬▬ ▬▬▬▬ ▬▬▬ ▬ ▬▬ ▬▬ ▬▬▬▬ ▬▬▬ ▬ ▬▬ ▬▬ ▬▬▬▬ ▬▬▬ ▬ ▬▬ ▬▬ ▬▬▬▬ ▬▬▬ ▬ ▬▬ ▬▬ ▬▬▬▬ ▬▬▬ ▬ ▬▬ ▬▬ ▬▬▬▬ ▬▬▬ ▬ ▬▬ ▬▬ ▬▬▬▬ ▬▬▬ ▬ ▬▬ ▬▬ ▬▬▬▬ ▬▬▬ ▬ ▬▬ ▬▬ ▬▬▬▬ ▬▬▬ ▬ ▬▬ ▬▬ ▬▬▬▬ ▬▬▬ ▬ ▬▬ ▬▬ ▬▬▬▬ ▬▬▬ ▬ ▬▬ ▬▬ ▬▬▬▬ ▬▬▬ ▬ ▬▬ ▬▬ ▬▬▬▬ ▬▬▬ ▬ ▬▬ ▬▬ ▬▬▬▬ ▬▬▬ ▬ ▬▬ ▬▬ ▬▬▬▬ ▬▬▬ ▬ ▬▬ ▬▬ ▬▬▬▬ ▬▬▬ ▬ ▬▬ ▬▬ ▬▬▬▬ ▬▬▬ ▬ ▬▬ ▬▬ ▬▬▬▬ ▬▬▬ ▬ ▬▬ ▬▬ ▬▬▬▬ ▬▬▬ ▬ ▬▬ ▬▬ ▬▬▬▬ ▬▬▬ ▬ ▬▬ ▬▬ ▬▬▬▬ ▬▬▬ ▬ ▬▬ ▬▬ ▬▬▬▬ ▬▬▬ ▬ ▬▬ ▬▬ ▬▬▬▬ ▬▬▬ ▬ ▬▬ ▬▬ ▬▬▬▬ ▬▬▬ ▬ ▬▬ ▬▬ ▬▬▬▬ ▬▬▬ ▬ ▬▬ ▬▬ ▬▬▬▬ ▬▬▬ ▬ ▬▬ ▬▬ ▬▬▬▬ ▬▬▬ ▬ ▬▬ ▬▬ ▬▬▬▬ ▬▬▬ ▬ ▬▬ ▬▬ ▬▬▬▬ ▬▬▬ ▬ ▬▬ ▬▬ ▬▬▬▬ ▬▬▬ ▬ ▬▬ ▬▬ ▬▬▬▬ ▬▬▬ ▬ ▬▬ ▬▬ ▬▬▬▬ ▬▬▬ ▬ ▬▬ ▬▬ ▬▬▬▬ ▬▬▬ ▬ ▬▬ ▬▬ ▬▬▬▬ ▬▬▬ ▬ ▬▬ ▬▬ ▬▬▬▬ ▬▬▬ ▬ ▬▬ ▬▬ ▬▬▬▬ ▬▬▬ ▬ ▬▬ ▬▬ ▬▬▬▬ ▬▬▬ ▬ ▬▬ ▬▬ ▬▬▬▬ ▬▬▬ ▬ ▬▬ ▬▬ ▬▬▬▬ ▬▬▬ ▬ ▬▬ ▬▬ ▬▬▬▬ ▬▬▬ ▬ ▬▬ ▬▬ ▬▬▬▬ ▬▬▬ ▬ ▬▬ ▬▬ ▬▬▬▬ ▬▬▬ ▬ ▬▬ ▬▬ ▬▬▬▬ ▬▬▬ ▬ ▬▬ ▬▬ ▬▬▬▬ ▬▬▬ ▬ ▬▬ ▬▬ ▬▬▬▬ ▬▬▬ ▬ ▬▬ ▬▬ ▬▬▬▬ ▬▬▬ ▬ ▬▬ ▬▬ ▬▬▬▬ ▬▬▬ ▬ ▬▬ ▬▬ ▬▬▬▬ ▬▬▬ ▬ ▬▬ ▬▬ ▬▬▬▬ ▬▬▬ ▬ ▬▬ ▬▬ ▬▬▬▬ ▬▬▬ ▬ ▬▬ ▬▬ ▬▬▬▬ ▬▬▬ ▬ ▬▬ ▬▬ ▬▬▬▬ ▬▬▬ ▬ ▬▬ ▬▬ ▬▬▬▬ ▬▬▬ ▬ ▬▬ ▬▬ ▬▬▬▬ ▬▬▬ ▬ ▬▬ ▬▬ ▬▬▬▬ ▬▬▬ ▬ ▬▬ ▬▬ ▬▬▬▬ ▬▬▬ ▬ ▬▬ ▬▬ ▬▬▬▬ ▬▬▬ ▬ ▬▬ ▬▬ ▬▬▬▬ ▬▬▬ ▬ ▬▬ ▬▬ ▬▬▬▬ ▬▬▬ ▬ ▬▬ ▬▬ ▬▬▬▬ ▬▬▬ ▬ ▬▬ ▬▬ ▬▬▬▬ ▬▬▬ ▬ ▬▬ ▬▬ ▬▬▬▬ ▬▬▬ ▬ ▬▬ ▬▬ ▬▬▬▬ ▬▬▬ ▬ ▬▬ ▬▬ ▬▬▬▬ ▬▬▬ ▬ ▬▬ ▬▬ ▬▬▬▬ ▬▬▬ ▬ ▬▬ ▬▬ ▬▬▬▬ ▬▬▬ ▬ ▬▬ ▬▬ ▬▬▬▬ ▬▬▬ ▬ ▬▬ ▬▬ ▬▬▬▬ ▬▬▬ ▬ ▬▬ ▬▬ ▬▬▬▬ ▬▬▬ ▬ ▬▬ ▬▬ ▬▬▬▬ ▬▬▬ ▬ ▬▬ ▬▬ ▬▬▬▬ ▬▬▬ ▬ ▬▬ ▬▬ ▬▬▬▬ ▬▬▬ ▬ ▬▬ ▬▬ ▬▬▬▬ ▬▬▬ ▬ ▬▬ ▬▬ ▬▬▬▬ ▬▬▬ ▬ ▬▬ ▬▬ ▬▬▬▬ ▬▬▬ ▬ ▬▬ ▬▬ ▬▬▬▬ ▬▬▬ ▬ ▬▬ ▬▬ ▬▬▬▬ ▬▬▬ ▬ ▬▬ ▬▬ ▬▬▬▬ ▬▬▬ ▬ ▬▬ ▬▬ ▬▬▬▬ ▬▬▬ ▬ ▬▬ ▬▬ ▬▬▬▬ ▬▬▬ ▬ ▬▬ ▬▬ ▬▬▬▬ ▬▬▬ ▬ ▬▬ ▬▬ ▬▬▬▬ ▬▬▬ ▬ ▬▬ ▬▬ ▬▬▬▬ ▬▬▬ ▬ ▬▬ ▬▬ ▬▬▬▬ ▬▬▬ ▬ ▬▬ ▬▬ ▬▬▬▬ ▬▬▬ ▬ ▬▬ ▬▬ ▬▬▬▬ ▬▬▬ ▬ ▬▬ ▬▬ ▬▬▬▬ ▬▬▬ ▬ ▬▬ ▬▬ ▬▬▬▬ ▬▬▬ ▬ ▬▬ ▬▬ ▬▬▬▬ ▬▬▬ ▬ ▬▬ ▬▬ ▬▬▬▬ ▬▬▬ ▬ ▬▬ ▬▬ ▬▬▬▬ ▬▬▬ ▬ ▬▬ ▬▬ ▬▬▬▬ ▬▬▬ ▬ ▬▬ ▬▬ ▬▬▬▬ ▬▬▬ ▬ ▬▬ ▬▬ ▬▬▬▬ ▬▬▬ ▬ ▬▬ ▬▬ ▬▬▬▬ ▬▬▬ ▬ ▬▬ ▬▬ ▬▬▬▬ ▬▬▬ ▬ ▬▬ ▬▬ ▬▬▬▬ ▬▬▬ ▬ ▬▬ ▬▬ ▬▬▬▬ ▬▬▬ ▬ ▬▬ ▬▬ ▬▬▬▬ ▬▬▬ ▬ ▬▬ ▬▬ ▬▬▬▬ ▬▬▬ ▬ ▬▬ ▬▬ ▬▬▬▬ ▬▬▬ ▬ ▬▬ ▬▬ ▬▬▬▬ ▬▬▬ ▬ ▬▬ ▬▬ ▬▬▬▬ ▬▬▬ ▬ ▬▬ ▬▬ ▬▬▬▬ ▬▬▬ ▬ ▬▬ ▬▬ ▬▬▬▬ ▬▬▬ ▬ ▬▬ ▬▬ ▬▬▬▬ ▬▬▬ ▬ ▬▬ ▬▬ ▬▬▬▬ ▬▬▬ ▬ ▬▬ ▬▬ ▬▬▬▬ ▬▬▬ ▬ ▬▬ ▬▬ ▬▬▬▬ ▬▬▬ ▬ ▬▬ ▬▬ ▬▬▬▬ ▬▬▬ ▬ ▬▬ ▬▬ ▬▬▬▬ ▬▬▬ ▬ ▬▬ ▬▬ ▬▬▬▬ ▬▬▬ ▬ ▬▬ ▬▬ ▬▬▬▬ ▬▬▬ ▬ ▬▬ ▬▬ ▬▬▬▬ ▬▬▬ ▬ ▬▬ ▬▬ ▬▬▬▬ ▬▬▬ ▬ ▬▬ ▬▬ ▬▬▬▬ ▬▬▬ ▬ ▬▬ ▬▬ ▬▬▬▬ ▬▬▬ ▬ ▬▬ ▬▬ ▬▬▬▬ ▬▬▬ ▬ ▬▬ ▬▬ ▬▬▬▬ ▬▬▬ ▬ ▬▬ ▬▬ ▬▬▬▬ ▬▬▬ ▬ ▬▬ ▬▬ ▬▬▬▬ ▬▬▬ ▬ ▬▬ ▬▬ ▬▬▬▬ ▬▬▬ ▬ ▬▬ ▬▬ ▬▬▬▬ ▬▬▬ ▬ ▬▬ ▬▬ ▬▬▬▬ ▬▬▬ ▬ ▬▬ ▬▬ ▬▬▬▬ ▬▬▬ ▬ ▬▬ ▬▬ ▬▬▬▬ ▬▬▬ ▬ ▬▬ ▬▬ ▬▬▬▬ ▬▬▬ ▬ ▬▬ ▬▬ ▬▬▬▬ ▬▬▬ ▬ ▬▬ ▬▬ ▬▬▬▬ ▬▬▬ ▬ ▬▬ ▬▬ ▬▬▬▬ ▬▬▬ ▬ ▬▬ ▬▬ ▬▬▬▬ ▬▬▬ ▬ ▬▬ ▬▬ ▬▬▬▬ ▬▬▬ ▬ ▬▬ ▬▬ ▬▬▬▬ ▬▬▬ ▬ ▬▬ ▬▬ ▬▬▬▬ ▬▬▬ ▬ ▬▬ ▬▬ ▬▬▬▬ ▬▬▬ ▬ ▬▬ ▬▬ ▬▬▬▬ ▬▬▬ ▬ ▬▬ ▬▬ ▬▬▬▬ ▬▬▬ ▬ ▬▬ ▬▬ ▬▬▬▬ ▬▬▬ ▬ ▬▬ ▬▬ ▬▬▬▬ ▬▬▬ ▬ ▬▬ ▬▬ ▬▬▬▬ ▬▬▬ ▬ ▬▬ ▬▬ ▬▬▬▬ ▬▬▬ ▬ ▬▬ ▬▬ ▬▬▬▬ ▬▬▬ ▬ ▬▬ ▬▬ ▬▬▬▬ ▬▬▬ ▬ ▬▬ ▬▬ ▬▬▬▬ ▬▬▬ ▬ ▬▬ ▬▬ ▬▬▬▬ ▬▬▬ ▬ ▬▬ ▬▬ ▬▬▬▬ ▬▬▬ ▬ ▬▬ ▬▬ ▬▬▬▬ ▬▬▬ ▬ ▬▬ ▬▬ ▬▬▬▬ ▬▬▬ ▬ ▬▬ ▬▬ ▬▬▬▬ ▬▬▬ ▬ ▬▬ ▬▬ ▬▬▬▬ ▬▬▬ ▬ ▬▬ ▬▬ ▬▬▬▬ ▬▬▬ ▬ ▬▬ ▬▬ ▬▬▬▬ ▬▬▬ ▬ ▬▬ ▬▬ ▬▬▬▬ ▬▬▬ ▬ ▬▬ ▬▬ ▬▬▬▬ ▬▬▬ ▬ ▬▬ ▬▬ ▬▬▬▬ ▬▬▬ ▬ ▬▬ ▬▬ ▬▬▬▬ ▬▬▬ ▬ ▬▬ ▬▬ ▬▬▬▬ ▬▬▬ ▬ ▬▬ ▬▬ ▬▬▬▬ ▬▬▬ ▬ ▬▬ ▬▬ ▬▬▬▬ ▬▬▬ ▬ ▬▬ ▬▬ ▬▬▬▬ ▬▬▬ ▬ ▬▬ ▬▬ ▬▬▬▬ ▬▬▬ ▬ ▬▬ ▬▬ ▬▬▬▬ ▬▬▬ ▬ ▬▬ ▬▬ ▬▬▬▬ ▬▬▬ ▬ ▬▬ ▬▬ ▬▬▬▬ ▬▬▬ ▬ ▬▬ ▬▬ ▬▬▬▬ ▬▬▬ ▬ ▬▬ ▬▬ ▬▬▬▬ ▬▬▬ ▬ ▬▬ ▬▬ ▬▬▬▬ ▬▬▬ ▬ ▬▬ ▬▬ ▬▬▬▬ ▬▬▬ ▬ ▬▬ ▬▬ ▬▬▬▬ ▬▬▬ ▬ ▬▬ ▬▬ ▬▬▬▬ ▬▬▬ ▬ ▬▬ ▬▬ ▬▬▬▬ ▬▬▬ ▬ ▬▬ ▬▬ ▬▬▬▬ ▬▬▬ ▬ ▬▬ ▬▬ ▬▬▬▬ ▬▬▬ ▬ ▬▬ ▬▬ ▬▬▬▬ ▬▬▬ ▬ ▬▬ ▬▬ ▬▬▬▬ ▬▬▬ ▬ ▬▬ ▬▬ ▬▬▬▬ ▬▬▬ ▬ ▬▬ ▬▬ ▬▬▬▬ ▬▬▬ ▬ ▬▬ ▬▬ ▬▬▬▬ ▬▬▬ ▬ ▬▬ ▬▬ ▬▬▬▬ ▬▬▬ ▬ ▬▬ ▬▬ ▬▬▬▬ ▬▬▬ ▬ ▬▬ ▬▬ ▬▬▬▬ ▬▬▬ ▬ ▬▬ ▬▬ ▬▬▬▬ ▬▬▬ ▬ ▬▬ ▬▬ ▬▬▬▬ ▬▬▬ ▬ ▬▬ ▬▬ ▬▬▬▬ ▬▬▬ ▬ ▬▬ ▬▬ ▬▬▬▬ ▬▬▬ ▬ ▬▬ ▬▬ ▬▬▬▬ ▬▬▬ ▬ ▬▬ ▬▬ ▬▬▬▬ ▬▬▬ ▬ ▬▬ ▬▬ ▬▬▬▬ ▬▬▬ ▬ ▬▬ ▬▬ ▬▬▬▬ ▬▬▬ ▬ ▬▬ ▬▬ ▬▬▬▬ ▬▬▬ ▬ ▬▬ ▬▬ ▬▬▬▬ ▬▬▬ ▬ ▬▬ ▬▬ ▬▬▬▬ ▬▬▬ ▬ ▬▬ ▬▬ ▬▬▬▬ ▬▬▬ ▬ ▬▬ ▬▬ ▬▬▬▬ ▬▬▬ ▬ ▬▬ ▬▬ ▬▬▬▬ ▬▬▬ ▬ ▬▬ ▬▬ ▬▬▬▬ ▬▬▬ ▬ ▬▬ ▬▬ ▬▬▬▬ ▬▬▬ ▬ ▬▬ ▬▬ ▬▬▬▬ ▬▬▬ ▬ ▬▬ ▬▬ ▬▬▬▬ ▬▬▬ ▬ ▬▬ ▬▬ ▬▬▬▬ ▬▬▬ ▬ ▬▬ ▬▬ ▬▬▬▬ ▬▬▬ ▬ ▬▬ ▬▬ ▬▬▬▬ ▬▬▬ ▬ ▬▬ ▬▬ ▬▬▬▬ ▬▬▬ ▬ ▬▬ ▬▬ ▬▬▬▬ ▬▬▬ ▬ ▬▬ ▬▬ ▬▬▬▬ ▬▬▬ ▬ ▬▬ ▬▬ ▬▬▬▬ ▬▬▬ ▬ ▬▬ ▬▬ ▬▬▬▬ ▬▬▬ ▬ ▬▬ ▬▬ ▬▬▬▬ ▬▬▬ ▬ ▬▬ ▬▬ ▬▬▬▬ ▬▬▬ ▬ ▬▬ ▬▬ ▬▬▬▬ ▬▬▬ ▬ ▬▬ ▬▬ ▬▬▬▬ ▬▬▬ ▬ ▬▬ ▬▬ ▬▬▬▬ ▬▬▬ ▬ ▬▬ ▬▬ ▬▬▬▬ ▬▬▬ ▬ ▬▬ ▬▬ ▬▬▬▬ ▬▬▬ ▬ ▬▬ ▬▬ ▬▬▬▬ ▬▬▬ ▬ ▬▬ ▬▬ ▬▬▬▬ ▬▬▬ ▬ ▬▬ ▬▬ ▬▬▬▬ ▬▬▬ ▬ ▬▬ ▬▬ ▬▬▬▬ ▬▬▬ ▬ ▬▬ ▬▬ ▬▬▬▬ ▬▬▬ ▬ ▬▬ ▬▬ ▬▬▬▬ ▬▬▬ ▬ ▬▬ ▬▬ ▬▬▬▬ ▬▬▬ ▬ ▬▬ ▬▬ ▬▬▬▬ ▬▬▬ ▬ ▬▬ ▬▬ ▬▬▬▬ ▬▬▬ ▬ ▬▬ ▬▬ ▬▬▬▬ ▬▬▬ ▬ ▬▬ ▬▬ ▬▬▬▬ ▬▬▬ ▬ ▬▬ ▬▬ ▬▬▬▬ ▬▬▬ ▬ ▬▬ ▬▬ ▬▬▬▬ ▬▬▬ ▬ ▬▬ ▬▬ ▬▬▬▬ ▬▬▬ ▬ ▬▬ ▬▬ ▬▬▬▬ ▬▬▬ ▬ ▬▬ ▬▬ ▬▬▬▬ ▬▬▬ ▬ ▬▬ ▬▬ ▬▬▬▬ ▬▬▬ ▬ ▬▬ ▬▬ ▬▬▬▬ ▬▬▬ ▬ ▬▬ ▬▬ ▬▬▬▬ ▬▬▬ ▬ ▬▬ ▬▬ ▬▬▬▬ ▬▬▬ ▬ ▬▬ ▬▬ ▬▬▬▬ ▬▬▬ ▬ ▬▬ ▬▬ ▬▬▬▬ ▬▬▬ ▬ ▬▬ ▬▬ ▬▬▬▬ ▬▬▬ ▬ ▬▬ ▬▬ ▬▬▬▬ ▬▬▬ ▬ ▬▬ ▬▬ ▬▬▬▬ ▬▬▬ ▬ ▬▬ ▬▬ ▬▬▬▬ ▬▬▬ ▬ ▬▬ ▬▬ ▬▬▬▬ ▬▬▬ ▬ ▬▬ ▬▬ ▬▬▬▬ ▬▬▬ ▬ ▬▬ ▬▬ ▬▬▬▬ ▬▬▬ ▬ ▬▬ ▬▬ ▬▬▬▬ ▬▬▬ ▬ ▬▬ ▬▬ ▬▬▬▬ ▬▬▬ ▬ ▬▬ ▬▬ ▬▬▬▬ ▬▬▬ ▬ ▬▬ ▬▬ ▬▬▬▬ ▬▬▬ ▬ ▬▬ ▬▬ ▬▬▬▬ ▬▬▬ ▬ ▬▬ ▬▬ ▬▬▬▬ ▬▬▬ ▬ ▬▬ ▬▬ ▬▬▬▬ ▬▬▬ ▬ ▬▬ ▬▬ ▬▬▬▬ ▬▬▬ ▬ ▬▬ ▬▬ ▬▬▬▬ ▬▬▬ ▬ ▬▬ ▬▬ ▬▬▬▬ ▬▬▬ ▬ ▬▬ ▬▬ ▬▬▬▬ ▬▬▬ ▬ ▬▬ ▬▬ ▬▬▬▬ ▬▬▬ ▬ ▬▬ ▬▬ ▬▬▬▬ ▬▬▬ ▬ ▬▬ ▬▬ ▬▬▬▬ ▬▬▬ ▬ ▬▬ ▬▬ ▬▬▬▬ ▬▬▬ ▬ ▬▬ ▬▬ ▬▬▬▬ ▬▬▬ ▬ ▬▬ ▬▬ ▬▬▬▬ ▬▬▬ ▬ ▬▬ ▬▬ ▬▬▬▬ ▬▬▬ ▬ ▬▬ ▬▬ ▬▬▬▬ ▬▬▬ ▬ ▬▬ ▬▬ ▬▬▬▬ ▬▬▬ ▬ ▬▬ ▬▬ ▬▬▬▬ ▬▬▬ ▬ ▬▬ ▬▬ ▬▬▬▬ ▬▬▬ ▬ ▬▬ ▬▬ ▬▬▬▬ ▬▬▬ ▬ ▬▬ ▬▬ ▬▬▬▬ ▬▬▬ ▬ ▬▬ ▬▬ ▬▬▬▬ ▬▬▬ ▬ ▬▬ ▬▬ ▬▬▬▬ ▬▬▬ ▬ ▬▬ ▬▬ ▬▬▬▬ ▬▬▬ ▬ ▬▬ ▬▬ ▬▬▬▬ ▬▬▬ ▬ ▬▬ ▬▬ ▬▬▬▬ ▬▬▬ ▬ ▬▬ ▬▬ ▬▬▬▬ ▬▬▬ ▬ ▬▬ ▬▬ ▬▬▬▬ ▬▬▬ ▬ ▬▬ ▬▬ ▬▬▬▬ ▬▬▬ ▬ ▬▬ ▬▬ ▬▬▬▬ ▬▬▬ ▬ ▬▬ ▬▬ ▬▬▬▬ ▬▬▬ ▬ ▬▬ ▬▬ ▬▬▬▬ ▬▬▬ ▬ ▬▬ ▬▬ ▬▬▬▬ ▬▬▬ ▬ ▬▬ ▬▬ ▬▬▬▬ ▬▬▬ ▬ ▬▬ ▬▬ ▬▬▬▬ ▬▬▬ ▬ ▬▬ ▬▬ ▬▬▬▬ ▬▬▬ ▬ ▬▬ ▬▬ ▬▬▬▬ ▬▬▬: [739, 39, 912, 830]
column-1: [4, 38, 184, 1582]
